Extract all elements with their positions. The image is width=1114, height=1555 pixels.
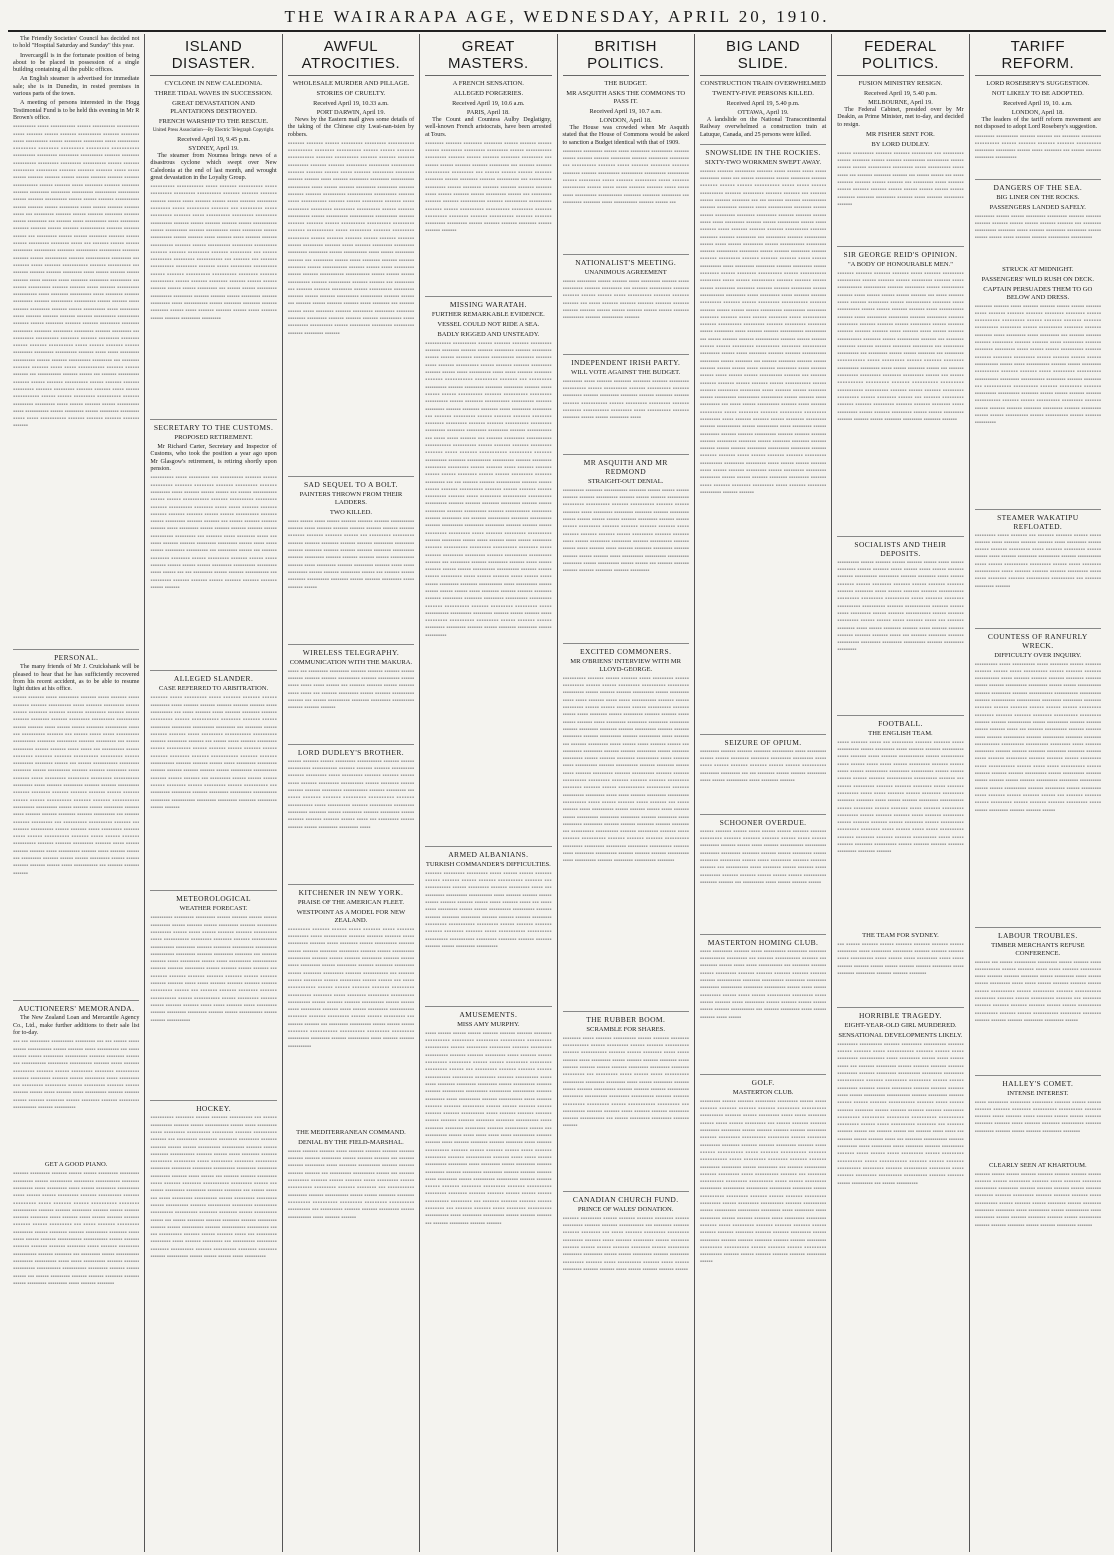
dateline-place: LONDON, April 18. — [599, 116, 652, 124]
column-headline: BIG LAND SLIDE. — [700, 38, 826, 76]
body-text-filler: ▪▪▪▪▪▪ ▪▪▪▪▪▪▪▪▪ ▪▪▪▪▪▪▪ ▪▪▪▪▪▪▪ ▪▪▪▪▪▪▪▪▪ ▪▪▪ ▪▪▪▪▪▪▪▪▪ ▪▪▪▪▪▪ ▪▪▪▪▪▪▪▪ ▪▪▪▪▪▪ ▪▪▪▪▪▪▪ ▪▪▪▪▪▪▪▪▪▪ ▪▪▪▪▪▪▪▪▪▪ ▪▪▪▪▪▪ ▪▪▪▪▪▪ ▪▪▪▪▪▪ ▪▪▪▪▪▪▪▪▪▪ ▪▪▪▪▪▪▪▪▪ ▪▪▪▪▪ ▪▪▪▪▪▪▪▪▪▪ ▪▪▪▪▪ ▪▪▪▪▪ ▪▪▪ ▪▪▪▪▪▪▪ ▪▪▪▪▪▪▪▪ ▪▪▪▪▪▪▪ ▪▪▪ ▪▪▪▪▪▪ ▪▪▪▪▪▪ ▪▪▪ ▪▪▪▪▪ ▪▪▪▪▪▪▪ ▪▪▪▪▪▪▪ ▪▪▪▪▪▪ ▪▪▪▪▪▪▪ ▪▪▪ ▪▪▪▪▪▪▪▪▪ ▪▪▪▪▪ ▪▪▪▪▪▪▪ ▪▪▪▪▪▪ ▪▪▪▪▪▪▪ ▪▪▪▪▪▪▪ ▪▪▪▪▪▪ ▪▪▪▪▪▪ ▪▪▪▪▪▪ ▪▪▪▪▪▪ ▪▪▪▪▪▪ ▪▪▪▪▪▪▪▪ ▪▪▪▪▪▪▪▪ ▪▪▪▪▪▪▪▪▪ ▪▪▪▪▪▪▪ ▪▪▪▪▪ ▪▪▪▪▪▪▪ ▪▪▪▪▪▪▪▪▪ ▪▪▪▪▪▪▪ — [837, 150, 964, 208]
section-subheading: PAINTERS THROWN FROM THEIR LADDERS. — [299, 490, 403, 506]
column-6 — [695, 34, 832, 1552]
dateline-place: LONDON, April 18. — [1011, 108, 1064, 116]
section-subheading: FUSION MINISTRY RESIGN. — [858, 80, 943, 87]
section-subheading: THE ENGLISH TEAM. — [868, 729, 933, 737]
section-subheading: PROPOSED RETIREMENT. — [174, 434, 253, 442]
body-text-filler: ▪▪▪▪▪▪▪▪▪ ▪▪▪▪▪ ▪▪▪▪▪▪▪ ▪▪▪▪▪▪▪▪ ▪▪▪▪▪▪▪▪ ▪▪▪▪▪▪▪ ▪▪▪▪▪▪▪▪▪ ▪▪▪▪▪▪▪▪▪▪ ▪▪▪▪▪▪ ▪▪▪▪▪▪▪▪▪▪ ▪▪▪▪▪▪▪ ▪▪▪▪▪▪▪▪▪▪ ▪▪▪▪▪▪▪ ▪▪▪▪▪▪▪▪▪ ▪▪▪▪▪▪▪ ▪▪▪▪▪▪▪▪▪ ▪▪▪▪▪▪▪▪ ▪▪▪▪▪▪▪ ▪▪▪▪▪▪▪▪ ▪▪▪▪▪▪▪ ▪▪▪▪▪▪▪ ▪▪▪▪▪▪▪▪▪▪▪ ▪▪▪▪▪▪ ▪▪▪▪▪▪▪▪▪ ▪▪▪▪▪▪▪▪▪ ▪▪▪▪▪▪▪ ▪▪▪▪▪▪▪▪ ▪▪▪▪▪▪▪▪▪▪▪ ▪▪▪▪▪▪▪▪▪ ▪▪▪▪▪ ▪▪▪▪▪▪▪▪▪▪ ▪▪▪▪▪▪▪ ▪▪▪▪▪▪▪▪ ▪▪▪▪▪▪ ▪▪▪▪▪▪ ▪▪▪▪▪▪▪▪▪ ▪▪▪▪▪ — [562, 378, 689, 422]
section-subheading: TIMBER MERCHANTS REFUSE CONFERENCE. — [991, 941, 1085, 957]
section-heading: INDEPENDENT IRISH PARTY. — [563, 354, 689, 367]
section-heading: STEAMER WAKATIPU REFLOATED. — [975, 509, 1101, 531]
section-subheading: MR O'BRIENS' INTERVIEW WITH MR LLOYD-GEORGE. — [570, 657, 682, 673]
paragraph: Mr Richard Carter, Secretary and Inspector of Customs, who took the position a year ago upon Mr Glasgow's retirement, is retiring shortly upon pension. — [150, 444, 277, 473]
section-subheading: TWO KILLED. — [329, 508, 372, 516]
body-text-filler: ▪▪▪▪▪ ▪▪▪ ▪▪▪▪▪▪▪▪▪ ▪▪▪▪▪▪▪▪▪ ▪▪▪▪▪▪▪ ▪▪▪▪▪▪▪ ▪▪▪▪▪▪▪ ▪▪▪▪▪▪ ▪▪▪▪▪▪▪ ▪▪▪▪▪▪▪ ▪▪▪▪▪▪▪ ▪▪▪▪▪▪▪▪▪▪ ▪▪▪▪▪▪▪ ▪▪▪▪▪▪▪▪▪▪ ▪▪▪▪▪▪ ▪▪▪▪▪ ▪▪▪▪▪ ▪▪▪▪▪ ▪▪▪▪▪▪ ▪▪▪ ▪▪▪▪▪▪▪ ▪▪▪▪▪▪▪ ▪▪▪▪▪▪ ▪▪▪▪▪▪▪ ▪▪▪▪▪ ▪▪▪▪▪ ▪▪▪ ▪▪▪▪▪▪▪ ▪▪▪▪▪▪▪▪▪ ▪▪▪▪▪▪ ▪▪▪▪▪▪▪ ▪▪▪▪▪▪▪▪▪▪ ▪▪▪▪▪▪▪ ▪▪▪ ▪▪▪▪▪▪ ▪▪▪▪▪▪▪▪▪▪ ▪▪▪▪▪▪▪▪ ▪▪▪▪▪▪▪▪▪ ▪▪▪▪▪▪▪▪▪▪ ▪▪▪▪▪▪▪ ▪▪▪▪▪▪▪ ▪▪▪▪▪▪▪ — [287, 668, 415, 712]
body-text-filler: ▪▪▪▪▪▪▪▪▪▪ ▪▪▪▪▪ ▪▪▪▪▪▪▪▪▪ ▪▪▪ ▪▪▪▪▪▪▪▪▪▪ ▪▪▪▪▪▪▪ ▪▪▪▪▪▪ ▪▪▪▪▪▪▪▪▪ ▪▪▪▪▪▪▪ ▪▪▪▪▪▪▪▪ ▪▪▪▪▪▪▪ ▪▪▪▪▪▪▪▪▪ ▪▪▪▪▪▪▪ ▪▪▪▪▪▪▪▪▪ ▪▪▪▪▪ ▪▪▪▪▪▪▪ ▪▪▪▪▪▪ ▪▪▪▪▪▪ ▪▪▪ ▪▪▪▪▪▪ ▪▪▪▪▪▪▪▪▪▪▪ ▪▪▪▪▪▪ ▪▪▪▪▪▪ ▪▪▪▪▪▪▪▪▪▪▪ ▪▪▪▪▪▪▪ ▪▪▪▪▪▪▪▪▪▪ ▪▪▪▪▪▪▪▪▪ ▪▪▪▪▪▪▪ ▪▪▪▪▪▪▪▪▪▪ ▪▪▪▪▪▪▪▪ ▪▪▪▪▪ ▪▪▪▪▪ ▪▪▪▪▪▪▪ ▪▪▪▪▪▪▪ ▪▪▪▪▪▪▪ ▪▪▪▪▪▪▪ ▪▪▪▪▪▪▪ ▪▪▪▪▪▪ ▪▪▪▪▪▪ ▪▪▪▪▪▪▪▪▪▪ ▪▪▪▪▪▪▪ ▪▪▪▪▪▪ ▪▪▪▪▪▪▪▪▪ ▪▪▪▪▪▪▪ ▪▪▪▪▪▪▪ ▪▪▪ ▪▪▪▪▪▪ ▪▪▪▪▪▪▪ ▪▪▪▪▪▪▪ ▪▪▪▪▪▪▪ ▪▪▪▪▪ ▪▪▪▪▪▪▪▪▪ ▪▪▪▪▪▪ ▪▪▪▪▪▪▪ ▪▪▪▪▪▪▪ ▪▪▪▪▪▪▪ ▪▪▪▪▪▪ ▪▪▪▪▪▪▪▪▪▪ ▪▪▪▪▪▪▪▪▪ ▪▪▪ ▪▪▪▪▪▪▪ ▪▪▪▪▪ ▪▪▪▪▪▪▪▪ ▪▪▪▪▪ ▪▪▪ ▪▪▪▪▪ ▪▪▪▪▪▪▪ ▪▪▪▪▪▪▪ ▪▪▪▪▪▪▪▪▪ ▪▪▪▪▪▪▪▪▪ ▪▪▪▪▪▪ ▪▪▪▪▪ ▪▪▪▪▪ ▪▪▪▪▪▪ ▪▪▪▪▪▪▪▪▪ ▪▪▪▪▪▪▪▪▪▪ ▪▪▪ ▪▪▪▪▪▪▪▪▪ ▪▪▪▪▪▪ ▪▪▪ ▪▪▪▪▪▪▪ ▪▪▪▪▪▪▪▪ ▪▪▪▪▪▪▪▪ ▪▪▪▪▪▪ ▪▪▪▪▪▪▪▪▪ ▪▪▪▪▪▪▪ ▪▪▪▪▪▪ ▪▪▪▪▪ ▪▪▪▪▪▪▪ ▪▪▪▪▪▪ ▪▪▪▪▪▪ ▪▪▪▪▪▪ ▪▪▪▪▪▪▪▪▪ ▪▪▪▪▪▪▪▪▪▪ ▪▪▪▪▪▪▪▪▪ ▪▪▪▪▪ ▪▪▪▪▪▪ ▪▪▪ ▪▪▪ ▪▪▪▪▪▪▪▪▪ ▪▪▪▪▪▪ ▪▪▪▪▪▪▪ ▪▪▪▪▪▪▪▪▪▪▪ ▪▪▪ ▪▪▪▪▪▪▪▪▪ ▪▪▪▪▪▪▪ ▪▪▪▪▪▪▪ ▪▪▪▪▪▪ ▪▪▪▪▪▪▪ ▪▪▪▪▪▪▪ ▪▪▪▪▪▪▪ ▪▪▪▪▪▪ ▪▪▪▪▪▪▪ — [150, 475, 277, 591]
body-text-filler: ▪▪▪▪▪▪▪ ▪▪▪▪▪▪▪▪▪ ▪▪▪▪▪▪▪ ▪▪▪▪▪▪ ▪▪▪▪▪▪ ▪▪▪▪▪▪▪▪▪ ▪▪▪▪▪▪▪▪▪ ▪▪▪▪▪▪▪▪▪ ▪▪▪▪▪▪ ▪▪▪▪▪▪▪▪▪▪ ▪▪▪▪▪▪▪▪▪ ▪▪▪▪▪▪▪▪▪▪▪ ▪▪▪▪▪▪▪▪ ▪▪▪▪▪▪▪▪▪ ▪▪▪▪▪ ▪▪▪▪▪▪▪▪▪ ▪▪▪▪▪ ▪▪▪▪▪▪ ▪▪▪▪▪▪▪▪▪ ▪▪▪▪▪▪▪▪▪▪ ▪▪▪▪▪ ▪▪▪▪▪▪ ▪▪▪▪▪▪ ▪▪▪▪▪▪▪▪▪ ▪▪▪▪▪▪▪ ▪▪▪▪▪▪▪▪▪▪ ▪▪▪▪▪▪▪ ▪▪▪▪▪▪▪▪▪ ▪▪▪▪▪ ▪▪▪▪▪▪▪ ▪▪▪▪▪▪ ▪▪▪▪▪▪▪▪▪▪ ▪▪▪▪▪▪▪▪ ▪▪▪▪▪▪▪▪▪▪▪ ▪▪▪▪▪▪▪ ▪▪▪▪▪▪▪ ▪▪▪▪▪▪▪▪▪ ▪▪▪▪▪▪▪ ▪▪▪▪▪▪ ▪▪▪▪▪▪▪ ▪▪▪▪▪▪▪ ▪▪▪▪▪▪▪▪ ▪▪▪▪▪ ▪▪▪▪▪▪▪ ▪▪▪▪▪ ▪▪▪▪▪▪ ▪▪▪▪▪▪▪ ▪▪▪▪▪▪▪ ▪▪▪▪▪▪▪ ▪▪▪▪▪▪ ▪▪▪▪▪▪▪▪▪ ▪▪▪ ▪▪▪▪▪ ▪▪▪▪▪▪▪ ▪▪▪▪▪▪▪▪▪ ▪▪▪▪▪▪▪▪▪ ▪▪▪▪▪▪ ▪▪▪▪▪▪▪▪ ▪▪▪▪▪▪▪ ▪▪▪▪▪▪▪▪▪▪ ▪▪▪▪▪▪▪▪ ▪▪▪▪▪ ▪▪▪▪▪ ▪▪▪▪▪▪ ▪▪▪▪▪▪▪ ▪▪▪▪▪▪▪▪▪▪▪ ▪▪▪▪▪▪▪▪▪▪▪ ▪▪▪▪▪▪ ▪▪▪▪▪▪▪ ▪▪▪▪▪▪▪ ▪▪▪▪▪▪▪ ▪▪▪▪▪▪▪ ▪▪▪▪▪▪▪▪ ▪▪▪▪▪ ▪▪▪▪▪▪▪ ▪▪▪▪▪▪▪▪▪ ▪▪▪▪▪▪▪▪▪▪▪ ▪▪▪▪▪▪▪ ▪▪▪▪▪▪▪▪ ▪▪▪ ▪▪▪▪▪▪▪▪▪ ▪▪▪▪▪▪ ▪▪▪▪▪▪▪▪▪▪▪ ▪▪▪▪▪▪▪▪▪ ▪▪▪▪▪▪▪▪▪▪ ▪▪▪▪▪ ▪▪▪▪▪ ▪▪▪▪▪▪▪▪▪▪ ▪▪▪▪▪▪▪ ▪▪▪▪▪▪▪ ▪▪▪▪▪▪▪▪▪▪ ▪▪▪▪▪▪▪▪▪▪▪ ▪▪▪▪▪▪▪▪▪▪▪ ▪▪▪▪▪▪▪▪▪ ▪▪▪▪▪▪▪ ▪▪▪▪▪▪ ▪▪▪▪▪▪ ▪▪▪ ▪▪▪▪▪▪ ▪▪▪▪▪▪▪▪▪ ▪▪▪▪▪▪▪ ▪▪▪▪▪▪▪ ▪▪▪▪▪▪▪▪ ▪▪▪▪▪▪▪ ▪▪▪▪▪▪ ▪▪▪▪▪▪▪▪▪ ▪▪▪▪▪▪▪▪▪ ▪▪▪▪▪ ▪▪▪▪▪▪▪ ▪▪▪▪▪▪▪▪ — [13, 1171, 140, 1287]
section-subheading: EIGHT-YEAR-OLD GIRL MURDERED. — [844, 1021, 957, 1029]
paragraph: The New Zealand Loan and Mercantile Agency Co., Ltd., make further additions to their sale list for to-day. — [13, 1015, 140, 1037]
paragraph: News by the Eastern mail gives some details of the taking of the Chinese city Lwai-nan-tsien by robbers. — [287, 117, 415, 138]
section-heading: MR ASQUITH AND MR REDMOND — [563, 454, 689, 476]
dateline-place: PORT DARWIN, April 19. — [316, 108, 386, 116]
column-7 — [832, 34, 969, 1552]
body-text-filler: ▪▪▪▪▪▪▪▪ ▪▪▪▪▪ ▪▪▪▪▪▪▪ ▪▪▪▪▪▪▪▪▪▪ ▪▪▪▪▪▪ ▪▪▪▪▪▪▪ ▪▪▪▪▪▪▪▪ ▪▪▪▪▪▪▪▪▪▪▪ ▪▪▪▪▪▪ ▪▪▪▪▪▪▪▪▪ ▪▪▪▪▪▪ ▪▪▪▪▪▪▪ ▪▪▪▪▪▪▪▪▪▪ ▪▪▪▪▪▪▪ ▪▪▪▪▪▪▪▪▪▪▪ ▪▪▪▪▪▪▪ ▪▪▪▪▪▪ ▪▪▪▪▪▪▪▪ ▪▪▪▪▪ ▪▪▪▪▪ ▪▪▪▪▪▪▪ ▪▪▪▪▪ ▪▪▪▪▪▪▪▪▪ ▪▪▪▪▪▪ ▪▪▪▪▪▪▪ ▪▪▪▪▪▪▪ ▪▪▪▪▪▪▪▪ ▪▪▪▪▪ ▪▪▪▪▪▪▪ ▪▪▪▪▪▪▪ ▪▪▪▪▪▪ ▪▪▪▪▪▪▪ ▪▪▪▪▪▪▪▪▪ ▪▪▪▪▪▪▪▪▪ ▪▪▪▪▪▪▪▪ ▪▪▪▪▪▪▪▪▪ ▪▪▪ ▪▪▪▪▪▪▪▪▪ ▪▪▪▪▪ ▪▪▪▪▪▪ ▪▪▪▪▪ ▪▪▪▪▪▪▪▪▪▪ ▪▪▪▪▪▪▪▪▪▪ ▪▪▪▪▪▪▪▪▪ ▪▪▪▪▪▪▪▪▪ ▪▪▪▪▪ ▪▪▪▪▪▪ ▪▪▪▪▪▪▪▪▪ ▪▪▪▪▪▪▪ ▪▪▪▪▪▪ ▪▪▪▪▪▪▪ ▪▪▪▪▪▪▪▪▪▪ ▪▪▪▪▪▪▪ ▪▪▪▪▪▪▪ ▪▪▪▪▪▪▪ ▪▪▪▪▪▪▪▪▪▪ ▪▪▪▪▪▪▪▪▪ ▪▪▪▪▪▪▪▪▪▪ ▪▪▪▪▪▪▪▪▪ ▪▪▪▪▪▪▪▪▪▪ ▪▪▪▪▪▪▪ ▪▪▪▪▪▪▪ ▪▪▪▪▪▪▪▪▪ ▪▪▪▪▪▪▪▪▪ ▪▪▪▪▪▪ ▪▪▪▪▪▪▪▪▪▪▪ ▪▪▪▪▪▪▪▪▪ ▪▪▪ ▪▪▪▪▪▪▪▪▪▪ ▪▪▪▪▪▪▪ ▪▪▪▪▪▪▪ ▪▪▪▪▪ ▪▪▪▪▪▪▪ ▪▪▪▪▪▪▪ ▪▪▪▪▪▪▪▪▪ ▪▪▪▪▪▪▪ ▪▪▪▪▪▪▪▪▪▪▪ ▪▪▪ ▪▪▪▪▪▪ ▪▪▪▪▪▪▪▪▪ ▪▪▪▪▪▪▪▪▪ ▪▪▪▪▪▪▪ ▪▪▪▪▪▪▪ — [562, 1035, 689, 1130]
section-subheading: BADLY RIGGED AND UNSTEADY. — [437, 330, 540, 338]
section-subheading: UNANIMOUS AGREEMENT — [584, 268, 667, 276]
section-subheading: MR ASQUITH ASKS THE COMMONS TO PASS IT. — [566, 90, 686, 105]
section-heading: ALLEGED SLANDER. — [150, 670, 276, 683]
section-subheading: GREAT DEVASTATION AND PLANTATIONS DESTROYED. — [170, 100, 257, 115]
section-heading: WIRELESS TELEGRAPHY. — [288, 644, 414, 657]
section-subheading: CAPTAIN PERSUADES THEM TO GO BELOW AND DRESS. — [983, 285, 1093, 301]
body-text-filler: ▪▪▪▪▪▪▪▪▪▪ ▪▪▪▪▪▪▪▪ ▪▪▪▪▪▪▪▪▪▪▪ ▪▪▪▪▪▪▪▪ ▪▪▪▪▪▪ ▪▪▪▪▪▪ ▪▪▪▪▪▪ ▪▪▪▪▪▪▪ ▪▪▪▪▪▪▪ ▪▪▪▪▪▪▪▪▪▪ ▪▪▪▪▪▪▪ ▪▪▪▪▪▪ ▪▪▪▪▪▪▪ ▪▪▪▪▪▪▪▪▪▪ ▪▪▪▪▪▪▪▪▪ ▪▪▪▪▪▪▪▪▪▪ ▪▪▪▪▪▪▪ ▪▪▪▪▪▪▪▪▪▪ ▪▪▪▪▪▪▪ ▪▪▪▪▪▪ ▪▪▪▪▪▪▪▪ ▪▪▪▪▪ ▪▪▪▪▪▪▪▪▪ ▪▪▪▪▪▪▪▪▪ ▪▪▪▪▪▪▪▪ ▪▪▪▪▪▪▪ ▪▪▪▪▪▪▪▪▪ ▪▪▪▪▪▪ ▪▪▪▪▪▪ ▪▪▪▪▪▪ ▪▪▪▪▪▪ ▪▪▪▪▪▪▪ ▪▪▪▪▪▪▪▪▪ ▪▪▪▪▪▪▪ ▪▪▪▪▪▪ ▪▪▪▪▪▪ ▪▪▪▪▪▪▪▪▪ ▪▪▪▪▪▪▪ ▪▪▪▪▪▪▪ ▪▪▪▪▪▪▪ ▪▪▪▪▪▪▪ ▪▪▪▪▪ ▪▪▪▪▪▪▪ ▪▪▪▪▪▪▪ ▪▪▪▪▪▪▪ ▪▪▪▪▪▪ ▪▪▪▪▪▪▪▪▪ ▪▪▪▪▪▪▪ ▪▪▪▪▪▪▪ ▪▪▪▪▪ ▪▪▪▪▪▪ ▪▪▪▪▪▪▪▪▪ ▪▪▪▪▪▪▪▪▪ ▪▪▪▪▪▪▪ ▪▪▪▪▪▪▪▪▪▪ ▪▪▪▪▪▪▪ ▪▪▪▪▪▪ ▪▪▪▪▪ ▪▪▪▪▪▪▪ ▪▪▪▪▪ ▪▪▪▪▪▪▪ ▪▪▪▪▪▪▪▪ ▪▪▪▪▪▪▪▪▪ ▪▪▪▪▪▪▪ ▪▪▪▪▪▪▪ ▪▪▪▪▪▪ ▪▪▪▪▪▪▪ ▪▪▪▪▪ ▪▪▪▪▪▪▪▪▪▪ ▪▪▪▪▪▪▪▪▪▪ ▪▪▪▪▪▪▪▪▪▪ ▪▪▪▪▪▪▪▪▪ ▪▪▪▪▪▪ ▪▪▪▪▪▪▪▪▪▪ ▪▪▪▪▪▪ ▪▪▪▪▪▪ ▪▪▪ ▪▪▪▪▪▪▪ ▪▪▪▪▪▪▪ ▪▪▪▪▪▪▪ ▪▪▪▪▪▪▪ ▪▪▪▪▪▪▪▪ ▪▪▪▪▪▪▪ ▪▪▪▪▪▪▪▪▪ — [562, 487, 689, 575]
wire-credit: United Press Association—By Electric Telegraph Copyright. — [152, 128, 275, 133]
section-subheading: CASE REFERRED TO ARBITRATION. — [158, 685, 269, 693]
section-subheading: NOT LIKELY TO BE ADOPTED. — [991, 90, 1084, 97]
section-subheading: DIFFICULTY OVER INQUIRY. — [994, 651, 1082, 659]
section-heading: LORD DUDLEY'S BROTHER. — [288, 744, 414, 757]
section-subheading: TURKISH COMMANDER'S DIFFICULTIES. — [425, 860, 551, 868]
body-text-filler: ▪▪▪▪▪▪▪▪ ▪▪▪▪▪▪▪ ▪▪▪▪▪▪▪▪ ▪▪▪▪▪▪▪▪ ▪▪▪▪▪▪ ▪▪▪▪▪▪▪ ▪▪▪▪▪▪ ▪▪▪▪▪▪ ▪▪▪▪▪▪▪▪▪ ▪▪▪▪▪▪▪▪▪ ▪▪▪▪▪▪▪▪▪ ▪▪▪▪▪▪ ▪▪▪▪▪▪▪▪▪▪▪ ▪▪▪▪▪▪▪▪▪ ▪▪▪▪▪▪▪ ▪▪▪▪▪▪ ▪▪▪▪▪▪▪ ▪▪▪▪▪▪▪▪ ▪▪▪▪▪▪▪▪▪ ▪▪▪ ▪▪▪▪▪▪ ▪▪▪▪▪▪ ▪▪▪▪▪▪▪ ▪▪▪▪▪▪▪ ▪▪▪▪▪▪▪▪▪ ▪▪▪ ▪▪▪▪▪▪▪ ▪▪▪▪▪▪▪ ▪▪▪▪▪▪▪▪▪▪ ▪▪▪▪▪▪▪▪▪ ▪▪▪ ▪▪▪▪▪▪ ▪▪▪▪▪▪ ▪▪▪▪▪▪ ▪▪▪▪▪▪▪ ▪▪▪▪▪▪▪▪ ▪▪▪▪▪▪ ▪▪▪▪▪▪▪▪ ▪▪▪▪▪▪▪ ▪▪▪▪▪▪▪▪▪▪ ▪▪▪ ▪▪▪▪▪▪▪▪▪▪ ▪▪▪▪▪▪▪▪▪ ▪▪▪▪▪▪ ▪▪▪▪▪▪▪▪ ▪▪▪▪▪▪▪ ▪▪▪▪▪▪▪ ▪▪▪▪▪▪▪ ▪▪▪▪▪▪▪ ▪▪▪▪▪ ▪▪▪▪▪▪ ▪▪▪▪▪▪▪ ▪▪▪▪▪▪ ▪▪▪▪▪▪▪▪▪ ▪▪▪▪▪▪ ▪▪▪ ▪▪▪▪▪▪▪▪▪ ▪▪▪▪▪▪▪ ▪▪▪▪▪▪▪ ▪▪▪▪▪▪▪▪▪▪▪ ▪▪▪▪▪▪▪ ▪▪▪▪▪▪▪▪▪▪ ▪▪▪▪▪▪▪▪▪▪ ▪▪▪▪▪▪▪ ▪▪▪▪▪▪ ▪▪▪▪▪▪▪▪▪▪ ▪▪▪▪▪▪▪▪▪▪ ▪▪▪▪▪▪▪▪▪ ▪▪▪▪▪▪▪ ▪▪▪▪▪▪▪▪▪ ▪▪▪▪▪▪▪▪ ▪▪▪▪▪▪▪ ▪▪▪▪▪▪▪▪▪▪ ▪▪▪▪▪▪▪ ▪▪▪▪▪▪▪ ▪▪▪▪▪▪▪▪▪ ▪▪▪▪▪▪▪▪▪ ▪▪▪▪▪▪ ▪▪▪▪▪▪▪ ▪▪▪▪▪▪▪ ▪▪▪▪▪▪▪▪ ▪▪▪▪▪▪ ▪▪▪▪▪▪▪ ▪▪▪▪▪▪▪ — [425, 140, 552, 235]
section-heading: KITCHENER IN NEW YORK. — [288, 884, 414, 897]
section-subheading: FRENCH WARSHIP TO THE RESCUE. — [158, 118, 269, 125]
section-subheading: STORIES OF CRUELTY. — [316, 90, 386, 97]
column-headline: ISLAND DISASTER. — [150, 38, 276, 76]
dateline: Received April 19, 5.40 p.m. — [864, 90, 937, 97]
section-heading: MISSING WARATAH. — [425, 296, 551, 309]
section-subheading: PRAISE OF THE AMERICAN FLEET. — [297, 898, 405, 906]
section-heading: SOCIALISTS AND THEIR DEPOSITS. — [837, 536, 963, 558]
section-subheading: ALLEGED FORGERIES. — [453, 90, 524, 97]
body-text-filler: ▪▪▪▪▪▪ ▪▪▪▪▪▪▪ ▪▪▪▪▪▪▪ ▪▪▪▪▪ ▪▪▪▪▪▪▪ ▪▪▪▪▪▪▪ ▪▪▪▪▪▪▪ ▪▪▪▪▪▪▪ ▪▪▪▪▪▪▪ ▪▪▪▪▪▪▪ ▪▪▪▪▪▪▪▪▪ ▪▪▪▪▪▪ ▪▪▪▪▪▪▪ ▪▪▪▪▪▪▪ ▪▪▪ ▪▪▪▪▪▪▪ ▪▪▪▪▪▪▪ ▪▪▪▪▪▪▪▪▪ ▪▪▪▪▪ ▪▪▪▪▪▪▪▪ ▪▪▪▪▪▪▪▪▪▪ ▪▪▪▪▪▪▪ ▪▪▪▪▪▪▪ ▪▪▪▪▪▪▪ ▪▪▪▪▪▪▪ ▪▪▪ ▪▪▪▪▪▪▪▪▪▪ ▪▪▪▪▪▪▪▪▪▪ ▪▪▪▪▪▪ ▪▪▪ ▪▪▪▪▪▪▪ ▪▪▪▪▪▪▪▪▪ ▪▪▪▪▪▪▪ ▪▪▪▪▪▪ ▪▪▪▪▪▪▪ ▪▪▪▪▪ ▪▪▪▪▪▪▪▪▪ ▪▪▪▪▪▪ ▪▪▪▪▪▪▪▪▪▪ ▪▪▪▪▪▪▪▪▪ ▪▪▪▪▪▪▪ ▪▪▪▪▪▪▪▪ ▪▪▪ ▪▪▪▪▪▪▪▪▪▪▪ ▪▪▪▪▪▪▪▪▪ ▪▪▪▪▪▪▪ ▪▪▪▪▪▪▪▪▪▪▪ ▪▪▪▪▪▪ ▪▪▪▪▪▪ ▪▪▪▪▪▪▪▪ ▪▪▪▪▪▪▪▪ ▪▪▪▪▪▪▪▪▪ ▪▪▪▪▪▪▪▪▪▪ ▪▪▪▪▪▪▪▪▪ ▪▪▪▪▪▪▪▪▪ ▪▪▪▪▪▪▪▪▪▪ ▪▪▪▪▪▪▪▪▪▪ ▪▪▪ ▪▪▪▪▪▪▪▪▪▪ ▪▪▪▪▪▪▪ ▪▪▪▪▪▪▪ ▪▪▪▪▪▪▪▪▪ ▪▪▪▪▪▪ ▪▪▪▪▪▪▪▪▪▪▪ ▪▪▪▪▪ ▪▪▪▪▪▪▪ ▪▪▪▪▪▪▪ — [287, 1148, 415, 1221]
paragraph: A landslide on the National Transcontinental Railway overwhelmed a construction train at Latuque, Canada, and 25 persons were killed. — [699, 117, 827, 138]
section-subheading: LORD ROSEBERY'S SUGGESTION. — [986, 80, 1090, 87]
body-text-filler: ▪▪▪▪▪ ▪▪▪▪▪▪ ▪▪▪▪▪▪ ▪▪▪▪▪▪ ▪▪▪▪▪▪▪ ▪▪▪▪▪▪▪ ▪▪▪▪▪▪▪ ▪▪▪▪▪▪▪▪ ▪▪▪▪▪▪▪▪▪▪ ▪▪▪▪▪▪▪▪▪ ▪▪▪▪▪▪▪▪▪ ▪▪▪▪▪▪▪▪▪▪ ▪▪▪▪▪▪▪▪▪▪ ▪▪▪▪▪▪▪▪▪▪ ▪▪▪▪▪▪ ▪▪▪▪▪▪▪▪▪ ▪▪▪▪▪▪▪▪▪ ▪▪▪▪▪▪▪ ▪▪▪▪▪▪▪▪▪ ▪▪▪▪▪▪▪▪▪▪ ▪▪▪▪▪▪▪ ▪▪▪▪▪▪▪ ▪▪▪▪▪▪▪▪▪ ▪▪▪▪▪ ▪▪▪▪▪▪▪ ▪▪▪▪▪▪ ▪▪▪▪▪▪▪▪▪ ▪▪▪▪▪▪▪▪▪ ▪▪▪▪▪▪ ▪▪▪▪▪▪ ▪▪▪▪▪▪▪▪▪ ▪▪▪▪▪▪▪▪▪ ▪▪▪▪▪▪▪▪▪ ▪▪▪▪▪▪ ▪▪▪ ▪▪▪▪▪▪▪▪▪ ▪▪▪▪▪▪▪ ▪▪▪▪▪▪▪ ▪▪▪▪▪▪ ▪▪▪▪▪▪▪▪▪▪▪ ▪▪▪▪▪▪▪▪▪ ▪▪▪▪▪▪▪▪▪ ▪▪▪▪▪▪▪ ▪▪▪▪▪▪▪▪▪▪ ▪▪▪▪▪ ▪▪▪▪▪ ▪▪▪▪▪▪▪▪ ▪▪▪▪▪▪▪▪▪ ▪▪▪▪▪▪▪▪▪ ▪▪▪▪▪▪ ▪▪▪▪▪▪▪▪▪▪ ▪▪▪▪▪▪▪ ▪▪▪▪▪▪▪ ▪▪▪▪▪▪▪▪▪▪ ▪▪▪▪▪▪▪▪▪▪ ▪▪▪▪▪▪▪▪▪▪ ▪▪▪▪▪▪▪▪▪▪ ▪▪▪▪▪▪▪ ▪▪▪▪▪▪▪▪▪ ▪▪▪▪▪ ▪▪▪▪▪▪▪▪▪▪ ▪▪▪▪▪▪▪ ▪▪▪▪▪▪▪▪▪▪▪ ▪▪▪▪▪ ▪▪▪▪▪▪▪ ▪▪▪▪▪▪▪ ▪▪▪▪▪▪▪ ▪▪▪▪▪▪▪▪▪ ▪▪▪▪▪▪ ▪▪▪▪▪▪ ▪▪▪▪▪▪▪ ▪▪▪▪▪▪ ▪▪▪▪▪▪▪ ▪▪▪▪▪▪▪ ▪▪▪▪▪▪▪▪▪▪ ▪▪▪▪▪ ▪▪▪▪▪▪▪ ▪▪▪▪▪▪▪ ▪▪▪▪▪▪▪ ▪▪▪▪▪▪ ▪▪▪▪▪▪▪ ▪▪▪▪▪▪▪ ▪▪▪▪▪▪▪▪ ▪▪▪▪▪▪▪▪ ▪▪▪▪▪▪▪▪▪▪ ▪▪▪▪▪ ▪▪▪▪▪▪▪▪ ▪▪▪▪▪▪▪▪ ▪▪▪▪▪▪▪▪▪ ▪▪▪▪▪▪▪ ▪▪▪▪▪▪▪▪▪▪ ▪▪▪▪▪▪ ▪▪▪ ▪▪▪▪▪▪▪▪▪▪ ▪▪▪▪▪▪ ▪▪▪▪▪ ▪▪▪▪▪ ▪▪▪▪▪ ▪▪▪▪▪ ▪▪▪▪▪▪▪▪▪▪ ▪▪▪▪▪▪▪ ▪▪▪▪▪▪▪ ▪▪▪▪▪ ▪▪▪▪▪▪▪ ▪▪▪▪▪▪▪▪ ▪▪▪▪▪▪▪ ▪▪▪▪▪▪▪▪ ▪▪▪▪▪ ▪▪▪▪▪▪▪ ▪▪▪▪▪▪▪▪▪▪ ▪▪▪▪▪▪▪ ▪▪▪▪▪▪ ▪▪▪▪▪▪▪ ▪▪▪▪▪▪ ▪▪▪▪▪ ▪▪▪▪▪▪▪ ▪▪▪▪▪▪▪▪▪ ▪▪▪▪▪▪▪ ▪▪▪▪▪▪▪▪▪▪▪ ▪▪▪▪▪▪▪ ▪▪▪▪▪ ▪▪▪▪▪ ▪▪▪▪▪▪ ▪▪▪▪▪▪▪▪▪▪ ▪▪▪▪▪▪▪▪▪ ▪▪▪▪▪ ▪▪▪▪▪▪▪▪▪ ▪▪▪▪▪▪ ▪▪▪▪▪▪▪▪▪ ▪▪▪▪▪▪▪ ▪▪▪▪▪▪▪▪▪ ▪▪▪▪▪▪▪ ▪▪▪▪▪▪▪▪▪ ▪▪▪▪▪▪▪▪▪ ▪▪▪▪▪▪▪ ▪▪▪▪▪▪▪ ▪▪▪▪▪▪▪ ▪▪▪▪▪ ▪▪▪▪▪▪▪▪▪ ▪▪▪▪▪▪ ▪▪▪▪▪▪▪▪▪▪ ▪▪▪▪▪▪▪▪▪▪ ▪▪▪▪▪▪▪ ▪▪▪▪▪▪▪ ▪▪▪▪▪▪ ▪▪▪▪▪▪▪ ▪▪▪▪▪▪▪▪ ▪▪▪▪▪▪▪▪▪ ▪▪▪▪▪▪▪ ▪▪▪▪▪▪▪▪▪▪ ▪▪▪▪▪▪▪▪▪ ▪▪▪▪▪▪▪▪ ▪▪▪▪▪▪▪ ▪▪▪▪▪▪▪ ▪▪▪▪▪▪ ▪▪▪▪▪▪ ▪▪▪▪▪▪ ▪▪▪▪▪▪▪▪▪▪ ▪▪▪▪▪▪▪▪▪ ▪▪▪ ▪▪▪▪▪▪▪ ▪▪▪▪▪▪▪ ▪▪▪▪▪▪▪ ▪▪▪▪▪▪ ▪▪▪▪▪▪▪▪ ▪▪▪ ▪▪▪▪▪▪▪ ▪▪▪▪▪▪▪ ▪▪▪▪▪ ▪▪▪▪▪▪▪▪ ▪▪▪▪▪▪▪▪▪▪ ▪▪▪▪▪▪▪▪▪▪▪ ▪▪▪▪▪ ▪▪▪▪▪▪▪▪▪ ▪▪▪▪▪▪▪▪▪▪ ▪▪▪▪▪▪ ▪▪▪▪▪▪▪ ▪▪▪▪▪▪▪ ▪▪▪ ▪▪▪▪▪▪▪ ▪▪▪▪▪▪▪▪▪ ▪▪▪▪▪▪▪ ▪▪▪▪▪▪▪ — [425, 1030, 552, 1227]
columns — [8, 34, 1106, 1552]
section-heading: AUCTIONEERS' MEMORANDA. — [13, 1000, 139, 1013]
body-text-filler: ▪▪▪▪▪▪▪ ▪▪▪ ▪▪▪▪▪▪ ▪▪▪▪▪▪▪▪▪▪ ▪▪▪▪▪▪▪▪▪ ▪▪▪▪▪▪ ▪▪▪▪▪▪▪ ▪▪▪▪▪ ▪▪▪▪▪▪▪▪▪▪▪ ▪▪▪▪▪▪ ▪▪▪▪▪▪▪ ▪▪▪▪▪ ▪▪▪▪▪ ▪▪▪▪▪▪▪ ▪▪▪▪▪▪▪▪▪ ▪▪▪▪▪ ▪▪▪▪▪▪▪ ▪▪▪▪▪▪▪ ▪▪▪▪▪▪▪▪ ▪▪▪▪▪▪ ▪▪▪▪▪▪▪▪▪ ▪▪▪▪▪ ▪▪▪▪▪▪ ▪▪▪▪▪▪ ▪▪▪▪▪▪▪▪▪ ▪▪▪▪▪ ▪▪▪▪▪ ▪▪▪▪▪▪ ▪▪▪▪▪▪▪ ▪▪▪▪▪▪▪ ▪▪▪▪▪▪ ▪▪▪▪▪▪ ▪▪▪▪▪▪▪▪▪▪ ▪▪▪▪▪▪ ▪▪▪▪▪▪▪▪▪ ▪▪▪▪▪▪▪ ▪▪▪▪▪▪▪▪▪▪▪ ▪▪▪▪▪▪▪▪▪ ▪▪▪▪▪▪▪ ▪▪▪▪▪▪ ▪▪▪▪▪▪▪▪▪▪ ▪▪▪▪▪▪▪ ▪▪▪ ▪▪▪▪▪▪▪▪ ▪▪▪▪▪▪▪ ▪▪▪▪▪▪▪ ▪▪▪▪▪▪▪ ▪▪▪▪▪▪▪ ▪▪▪▪▪▪ ▪▪▪▪▪▪ ▪▪▪▪▪▪▪▪▪▪ ▪▪▪▪▪▪▪▪▪▪ ▪▪▪▪▪▪▪ ▪▪▪▪▪▪ ▪▪▪▪▪▪▪▪▪▪▪ ▪▪▪▪▪▪▪▪▪ ▪▪▪▪▪▪▪▪ ▪▪▪▪▪▪▪ ▪▪▪▪▪▪▪ ▪▪▪▪▪▪▪ ▪▪▪▪▪▪▪▪▪ ▪▪▪▪▪▪▪▪▪ ▪▪▪▪▪▪ — [974, 959, 1101, 1024]
section-subheading: CYCLONE IN NEW CALEDONIA. — [164, 80, 263, 87]
body-text-filler: ▪▪▪▪▪▪▪▪▪ ▪▪▪▪▪▪▪▪▪ ▪▪▪▪▪▪ ▪▪▪▪▪ ▪▪▪▪▪▪▪▪▪ ▪▪▪▪▪▪▪▪▪▪ ▪▪▪▪▪▪▪ ▪▪▪▪▪▪ ▪▪▪▪▪▪▪ ▪▪▪▪▪▪▪ ▪▪▪▪▪▪▪▪▪ ▪▪▪▪▪▪▪ ▪▪▪▪▪▪▪▪▪ ▪▪▪▪▪▪▪▪▪ ▪▪▪ ▪▪▪▪▪▪▪▪▪▪ ▪▪▪▪▪▪▪ ▪▪▪▪▪ ▪▪▪▪▪▪▪ ▪▪▪▪▪▪▪▪ ▪▪▪▪▪▪▪ ▪▪▪▪▪▪▪▪ ▪▪▪▪▪▪▪ ▪▪▪▪▪▪▪▪▪▪ ▪▪▪▪▪▪▪▪▪▪ ▪▪▪▪▪▪▪▪▪▪ ▪▪▪▪▪▪▪▪▪▪ ▪▪▪▪▪▪ ▪▪▪▪▪▪▪▪▪ ▪▪▪▪▪ ▪▪▪▪▪▪▪ ▪▪▪▪▪▪▪▪▪ ▪▪▪▪▪ ▪▪▪▪▪▪▪ ▪▪▪▪▪▪▪▪▪▪ ▪▪▪▪▪▪ ▪▪▪▪▪ ▪▪▪▪▪ ▪▪▪▪▪▪▪ ▪▪▪▪▪▪▪ ▪▪▪▪▪ ▪▪▪▪▪ ▪▪▪▪▪ ▪▪▪▪▪▪▪▪▪▪ ▪▪▪▪▪▪▪▪▪▪▪ ▪▪▪▪▪▪▪▪ ▪▪▪▪▪▪▪▪ ▪▪▪▪▪▪▪▪▪ ▪▪▪ ▪▪▪▪▪▪▪▪▪ ▪▪▪▪▪▪▪▪ ▪▪▪▪▪ ▪▪▪▪▪▪▪▪▪▪▪ ▪▪▪▪▪▪▪ ▪▪▪▪▪▪ ▪▪▪ — [562, 148, 689, 206]
section-subheading: WESTPOINT AS A MODEL FOR NEW ZEALAND. — [296, 908, 406, 924]
section-heading: SAD SEQUEL TO A BOLT. — [288, 476, 414, 489]
dateline-place: MELBOURNE, April 19. — [868, 98, 933, 106]
paragraph: The steamer from Noumea brings news of a disastrous cyclone which swept over New Caledonia at the end of last month, and wrought great devastation in the Loyalty Group. — [150, 153, 277, 181]
column-5 — [558, 34, 695, 1552]
section-heading: THE RUBBER BOOM. — [563, 1011, 689, 1024]
masthead: THE WAIRARAPA AGE, WEDNESDAY, APRIL 20, 1910. — [8, 4, 1106, 32]
body-text-filler: ▪▪▪▪▪▪ ▪▪▪▪▪▪▪ ▪▪▪▪▪▪ ▪▪▪▪▪ ▪▪▪▪▪▪ ▪▪▪▪▪▪ ▪▪▪▪▪▪▪ ▪▪▪▪▪▪▪ ▪▪▪▪▪▪▪▪▪ ▪▪▪▪▪▪▪ ▪▪▪▪▪▪▪ ▪▪▪▪▪▪▪ ▪▪▪▪▪▪ ▪▪▪▪▪ ▪▪▪▪▪▪ ▪▪▪▪▪▪▪▪▪ ▪▪▪▪▪▪▪ ▪▪▪▪▪▪ ▪▪▪▪▪ ▪▪▪▪▪▪▪ ▪▪▪▪▪▪▪▪▪▪▪ ▪▪▪▪▪▪▪▪▪▪ ▪▪▪▪▪▪▪▪▪ ▪▪▪▪▪▪▪▪▪ ▪▪▪▪▪▪▪▪ ▪▪▪▪▪▪▪ ▪▪▪▪▪▪ ▪▪▪▪▪▪▪▪▪ ▪▪▪▪▪▪ ▪▪▪▪▪▪▪▪ ▪▪▪▪▪▪▪▪▪ ▪▪▪▪▪▪ ▪▪▪▪▪ ▪▪▪▪▪▪▪▪▪ ▪▪▪▪▪▪▪ ▪▪▪▪▪▪▪ ▪▪▪▪▪▪▪ ▪▪▪ ▪▪▪▪▪▪▪▪▪▪ ▪▪▪▪▪ ▪▪▪▪▪▪▪▪ ▪▪▪▪▪▪ ▪▪▪▪▪▪▪ ▪▪▪▪▪ ▪▪▪▪▪▪▪▪▪ ▪▪▪▪▪▪▪ ▪▪▪▪▪▪▪ ▪▪▪▪▪▪ ▪▪▪▪▪▪ ▪▪▪▪▪▪ ▪▪▪▪▪▪▪▪▪▪ ▪▪▪▪▪▪▪▪ ▪▪▪▪▪▪▪ ▪▪▪ ▪▪▪▪▪▪▪▪▪▪ ▪▪▪▪▪ ▪▪▪▪▪▪ ▪▪▪▪▪▪▪ ▪▪▪▪▪▪ — [699, 828, 827, 886]
body-text-filler: ▪▪▪ ▪▪▪▪▪▪ ▪▪▪▪▪▪▪ ▪▪▪▪▪▪ ▪▪▪▪▪▪▪ ▪▪▪▪▪▪▪ ▪▪▪▪▪▪▪ ▪▪▪▪▪▪ ▪▪▪▪▪▪▪▪▪ ▪▪▪▪▪ ▪▪▪▪▪▪▪▪▪ ▪▪▪▪▪▪▪▪▪ ▪▪▪▪▪▪▪ ▪▪▪▪▪▪▪ ▪▪▪▪▪▪▪ ▪▪▪▪▪ ▪▪▪▪▪▪▪▪▪▪ ▪▪▪▪▪ ▪▪▪▪▪▪ ▪▪▪▪▪ ▪▪▪▪▪▪▪▪▪ ▪▪▪▪▪ ▪▪▪▪▪ ▪▪▪▪▪▪▪ ▪▪▪▪▪▪▪ ▪▪▪▪▪▪ ▪▪▪▪▪▪ ▪▪▪▪▪▪▪ ▪▪▪▪▪▪▪ ▪▪▪▪▪▪▪▪▪ ▪▪▪▪▪ ▪▪▪▪▪▪▪▪ ▪▪▪▪▪▪▪▪▪ ▪▪▪▪▪▪▪ ▪▪▪▪▪▪▪ ▪▪▪▪▪▪▪▪ — [837, 941, 964, 978]
dateline: Received April 19, 10.7 a.m. — [589, 108, 662, 115]
section-subheading: FURTHER REMARKABLE EVIDENCE. — [431, 310, 545, 318]
paragraph: An English steamer is advertised for immediate sale; she is in Dunedin, in rested premises in various parts of the town. — [13, 76, 140, 98]
body-text-filler: ▪▪▪▪▪ ▪▪▪▪▪▪▪▪▪ ▪▪▪▪▪▪▪▪▪ ▪▪▪▪▪▪▪▪▪ ▪▪▪▪▪▪▪ ▪▪▪▪▪▪ ▪▪▪▪▪▪ ▪▪▪▪▪▪▪ ▪▪▪▪▪▪▪ ▪▪▪▪▪▪▪▪ ▪▪▪▪▪▪▪▪▪▪ ▪▪▪▪▪▪▪▪▪▪ ▪▪▪▪▪▪▪ ▪▪▪▪▪▪▪ ▪▪▪▪▪ ▪▪▪▪▪▪▪ ▪▪▪▪▪ ▪▪▪▪▪▪▪ ▪▪▪▪▪▪ ▪▪▪▪▪▪ ▪▪▪▪▪▪▪ ▪▪▪▪▪▪▪▪ ▪▪▪▪▪▪▪ ▪▪▪▪▪ ▪▪▪▪▪▪▪ ▪▪▪▪▪▪▪▪ ▪▪▪▪▪▪▪▪▪▪ ▪▪▪▪▪▪▪ ▪▪▪▪▪▪▪▪▪ ▪▪▪▪▪▪▪ ▪▪▪▪▪▪ ▪▪▪▪▪▪▪ ▪▪▪▪▪▪▪▪▪ ▪▪▪▪▪▪▪▪ — [974, 1099, 1101, 1135]
paragraph: The Federal Cabinet, presided over by Mr Deakin, as Prime Minister, met to-day, and decided to resign. — [837, 107, 964, 128]
body-text-filler: ▪▪▪▪▪▪ ▪▪▪▪▪▪▪ ▪▪▪▪▪ ▪▪▪▪▪▪▪▪▪ ▪▪▪▪▪▪▪ ▪▪▪▪▪ ▪▪▪▪▪▪▪ ▪▪▪▪▪ ▪▪▪▪▪▪▪ ▪▪▪▪▪▪▪ ▪▪▪▪▪▪▪▪▪▪ ▪▪▪▪▪ ▪▪▪▪▪▪▪ ▪▪▪▪▪▪▪▪▪ ▪▪▪▪▪▪ ▪▪▪▪▪▪ ▪▪▪▪▪▪▪▪ ▪▪▪▪▪▪▪ ▪▪▪▪▪▪▪ ▪▪▪▪▪▪▪▪▪ ▪▪▪▪▪▪▪ ▪▪▪▪▪▪ ▪▪▪▪▪▪▪ ▪▪▪▪▪▪▪▪ ▪▪▪▪▪▪▪ ▪▪▪▪▪▪▪▪▪ ▪▪▪▪▪▪▪▪▪▪ ▪▪▪▪▪▪▪▪▪▪ ▪▪▪▪▪▪ ▪▪▪▪▪▪▪ ▪▪▪▪▪ ▪▪▪▪▪▪ ▪▪▪▪▪▪ ▪▪▪▪▪▪▪▪ ▪▪▪▪▪▪▪▪▪▪ ▪▪▪▪▪ ▪▪▪ ▪▪▪▪▪▪▪▪▪▪ ▪▪▪▪▪▪▪ ▪▪▪ ▪▪▪▪▪▪ ▪▪▪▪▪ ▪▪▪▪▪ ▪▪▪▪▪▪▪▪▪▪ ▪▪▪▪▪▪▪▪▪▪ ▪▪▪▪▪▪▪▪ ▪▪▪▪▪▪▪▪▪ ▪▪▪▪▪▪▪ ▪▪▪▪▪▪▪▪▪ ▪▪▪ ▪▪▪▪▪▪ ▪▪▪▪▪▪▪▪▪ ▪▪▪▪▪▪ ▪▪▪▪▪▪▪ ▪▪▪▪▪ ▪▪▪▪▪ ▪▪▪ ▪▪▪▪▪▪▪▪▪▪ ▪▪▪▪▪▪ ▪▪▪▪▪▪▪▪ ▪▪▪▪▪▪▪ ▪▪▪▪▪▪▪ ▪▪▪▪▪▪▪▪▪▪ ▪▪▪▪▪▪▪▪▪ ▪▪▪▪▪▪ ▪▪▪▪▪▪▪▪▪ ▪▪▪▪▪▪▪▪ ▪▪▪▪▪▪ ▪▪▪ ▪▪▪▪▪▪ ▪▪▪▪▪▪▪▪▪▪▪ ▪▪▪▪▪▪▪▪▪ ▪▪▪▪▪▪▪▪ ▪▪▪▪▪▪ ▪▪▪▪▪▪▪▪▪▪ ▪▪▪▪▪▪▪ ▪▪▪▪▪▪▪ ▪▪▪▪▪▪▪▪▪ ▪▪▪▪▪ ▪▪▪▪▪▪▪ ▪▪▪▪▪ ▪▪▪▪▪▪▪▪▪ ▪▪▪▪▪▪▪▪▪ ▪▪▪▪▪▪▪▪▪ ▪▪▪▪▪▪▪▪▪▪▪ ▪▪▪▪▪▪▪▪▪ ▪▪▪▪▪ ▪▪▪▪▪▪▪ ▪▪▪▪▪▪▪▪▪ ▪▪▪▪▪▪▪ ▪▪▪▪▪▪▪ ▪▪▪▪▪▪▪▪▪▪ ▪▪▪▪▪▪▪ ▪▪▪▪▪▪▪▪ ▪▪▪▪▪▪▪ ▪▪▪▪▪▪▪ ▪▪▪▪▪▪▪ ▪▪▪▪▪▪ ▪▪▪▪▪▪▪ ▪▪▪▪▪▪ ▪▪▪▪▪▪ ▪▪▪▪▪▪▪▪▪▪ ▪▪▪▪▪▪▪ ▪▪▪▪▪▪▪ ▪▪▪▪▪▪▪▪▪▪▪ ▪▪▪▪▪▪▪▪▪▪ ▪▪▪▪▪▪▪▪▪▪ ▪▪▪▪▪▪ ▪▪▪▪▪▪▪ ▪▪▪▪▪▪ ▪▪▪▪▪▪▪▪▪ ▪▪▪▪▪▪▪ ▪▪▪▪▪ ▪▪▪▪▪▪▪ ▪▪▪▪▪▪▪ ▪▪▪▪▪▪▪▪ ▪▪▪▪▪▪▪ ▪▪▪▪▪▪▪▪▪▪ ▪▪▪ ▪▪▪▪▪▪▪ ▪▪▪▪▪▪▪ ▪▪▪▪▪▪▪▪▪ ▪▪▪ ▪▪▪▪▪▪▪▪▪▪ ▪▪▪▪▪▪▪▪▪▪ ▪▪▪▪▪▪▪ ▪▪▪ ▪▪▪▪▪▪▪ ▪▪▪▪▪▪▪▪▪▪ ▪▪▪▪▪▪ ▪▪▪▪▪▪▪ ▪▪▪▪▪ ▪▪▪▪▪▪▪▪▪ ▪▪▪▪▪▪▪ ▪▪▪▪▪ ▪▪▪▪▪▪ ▪▪▪▪▪▪▪▪▪▪ ▪▪▪▪▪▪▪ ▪▪▪▪▪ ▪▪▪▪▪▪ ▪▪▪▪▪▪▪ ▪▪▪▪▪▪▪▪▪▪ ▪▪▪▪▪▪▪ ▪▪▪▪▪▪▪ ▪▪▪▪▪▪▪▪▪ ▪▪▪▪▪▪▪ ▪▪▪▪▪ ▪▪▪▪▪▪ ▪▪▪▪▪▪▪ ▪▪▪▪▪▪▪ ▪▪▪▪▪ ▪▪▪▪▪▪▪▪▪▪ ▪▪▪▪▪▪▪ ▪▪▪▪▪ ▪▪▪▪▪▪▪ ▪▪▪▪▪▪ ▪▪▪ ▪▪▪▪▪▪▪▪▪ ▪▪▪▪▪▪▪ ▪▪▪▪▪▪ ▪▪▪▪▪▪ ▪▪▪▪▪▪▪▪▪ ▪▪▪▪▪▪ ▪▪▪▪▪▪ ▪▪▪▪▪▪▪ ▪▪▪▪▪▪▪ ▪▪▪▪▪▪ ▪▪▪▪▪ ▪▪▪▪▪▪▪▪▪▪▪ ▪▪▪ ▪▪▪▪▪▪▪ ▪▪▪▪▪▪▪ ▪▪▪▪▪▪▪ — [13, 695, 140, 877]
column-headline: GREAT MASTERS. — [425, 38, 551, 76]
paragraph: The many friends of Mr J. Cruickshank will be pleased to hear that he has sufficiently recovered from his recent accident, as to be able to resume light duties at his office. — [13, 664, 140, 693]
body-text-filler: ▪▪▪▪▪▪▪▪▪▪▪ ▪▪▪▪▪▪▪▪▪▪ ▪▪▪▪▪▪ ▪▪▪▪▪▪▪ ▪▪▪▪▪▪▪ ▪▪▪▪▪▪▪▪▪ ▪▪▪▪▪▪▪ ▪▪▪▪▪▪▪▪ ▪▪▪▪▪▪▪ ▪▪▪▪▪▪▪ ▪▪▪▪▪▪▪▪▪ ▪▪▪▪▪▪▪ ▪▪▪▪▪▪▪▪▪ ▪▪▪▪▪▪ ▪▪▪▪▪▪ ▪▪▪▪▪▪▪ ▪▪▪▪▪▪▪ ▪▪▪▪▪▪▪▪▪▪ ▪▪▪▪▪▪▪▪ ▪▪▪▪▪▪▪ ▪▪▪▪▪ ▪▪▪▪▪▪▪ ▪▪▪▪▪▪▪▪▪▪ ▪▪▪▪▪▪ ▪▪▪▪▪▪▪ ▪▪▪▪▪▪▪ ▪▪▪▪▪▪▪▪▪ ▪▪▪▪▪▪▪ ▪▪▪▪▪▪ ▪▪▪▪▪ ▪▪▪▪▪▪▪▪▪▪ ▪▪▪▪▪ ▪▪▪▪▪ ▪▪▪▪▪▪▪ ▪▪▪▪▪▪▪▪ ▪▪▪▪▪▪▪ ▪▪▪▪▪▪▪▪▪▪▪ ▪▪▪▪▪▪▪▪▪ ▪▪▪▪▪▪▪ ▪▪▪ ▪▪▪▪▪▪▪▪▪ ▪▪▪▪▪▪▪▪▪▪ ▪▪▪▪▪▪▪ ▪▪▪▪▪▪▪▪▪ ▪▪▪▪▪▪▪▪ ▪▪▪▪▪▪▪▪▪ ▪▪▪▪▪▪▪ ▪▪▪▪▪ ▪▪▪▪▪▪ ▪▪▪▪▪▪ ▪▪▪▪▪▪▪▪▪▪ ▪▪▪▪▪▪▪ ▪▪▪▪▪▪▪▪▪▪ ▪▪▪▪▪▪▪▪▪ ▪▪▪▪▪▪▪▪▪▪ ▪▪▪▪▪▪ ▪▪▪▪▪▪▪▪ ▪▪▪▪▪▪▪▪▪▪▪ ▪▪▪▪▪▪▪▪▪▪ ▪▪▪▪▪▪▪ ▪▪▪▪▪▪▪▪▪ ▪▪▪▪▪▪▪ ▪▪▪▪▪▪▪▪ ▪▪▪▪▪▪▪▪ ▪▪▪▪▪ ▪▪▪▪▪▪▪▪▪ ▪▪▪▪▪▪▪▪▪ ▪▪▪ ▪▪▪▪▪▪▪ ▪▪▪▪▪▪▪▪▪ ▪▪▪▪▪▪ ▪▪▪▪▪▪▪ ▪▪▪▪▪▪▪ ▪▪▪▪▪▪▪▪ ▪▪▪▪▪▪▪▪ ▪▪▪▪▪▪▪▪▪ ▪▪▪▪▪▪▪ ▪▪▪▪▪▪▪ ▪▪▪▪▪▪▪▪▪▪ ▪▪▪▪▪▪▪▪▪ ▪▪▪▪▪▪▪▪▪ ▪▪▪▪▪▪▪▪ ▪▪▪▪▪▪▪▪▪ ▪▪▪▪▪▪▪▪▪ ▪▪▪▪▪▪▪ ▪▪▪▪▪▪▪▪▪▪▪ ▪▪▪ ▪▪▪▪▪ ▪▪▪▪▪ ▪▪▪▪▪▪▪ ▪▪▪ ▪▪▪▪▪▪▪ ▪▪▪▪▪▪▪▪▪ ▪▪▪▪▪▪▪▪▪▪▪ ▪▪▪▪▪▪▪▪▪▪▪ ▪▪▪▪▪▪▪▪▪▪ ▪▪▪▪▪▪ ▪▪▪▪▪▪▪ ▪▪▪▪▪▪▪ ▪▪▪▪▪▪▪▪▪ ▪▪▪▪▪▪▪ ▪▪▪▪▪ ▪▪▪▪▪▪▪ ▪▪▪▪▪▪▪▪▪▪▪ ▪▪▪▪▪▪▪▪▪ ▪▪▪▪▪▪▪ ▪▪▪▪▪▪▪▪▪▪ ▪▪▪▪▪▪▪▪ ▪▪▪▪▪▪▪▪▪▪▪ ▪▪▪▪▪▪▪▪▪▪ ▪▪▪▪▪▪▪ ▪▪▪▪▪▪▪▪▪ ▪▪▪▪▪▪▪▪▪ ▪▪▪▪▪▪▪▪▪ ▪▪▪▪▪▪ ▪▪▪▪▪▪▪ ▪▪▪▪▪ ▪▪▪▪▪▪▪ ▪▪▪▪▪▪▪ ▪▪▪▪▪▪ ▪▪▪▪▪▪ ▪▪▪▪▪▪▪▪ ▪▪▪▪▪▪ ▪▪▪▪▪▪ ▪▪▪▪▪▪▪▪▪ ▪▪▪▪▪▪▪ ▪▪▪▪▪▪▪▪▪ ▪▪▪ ▪▪▪ ▪▪▪▪▪▪▪ ▪▪▪▪▪▪▪ ▪▪▪▪▪▪▪▪▪▪▪ ▪▪▪▪▪▪▪ ▪▪▪▪▪▪ ▪▪▪▪▪▪ ▪▪▪▪▪▪▪ ▪▪▪▪▪▪▪▪▪▪ ▪▪▪▪▪▪▪ ▪▪▪▪▪▪ ▪▪▪▪▪▪▪ ▪▪▪▪▪▪ ▪▪▪▪▪▪▪▪▪ ▪▪▪▪▪▪▪ ▪▪▪▪▪ ▪▪▪▪▪▪▪▪▪ ▪▪▪▪▪▪▪▪▪▪ ▪▪▪▪▪▪▪▪▪▪ ▪▪▪▪▪▪▪▪▪▪ ▪▪▪▪▪▪▪ ▪▪▪▪▪▪▪ ▪▪▪▪▪▪▪▪ ▪▪▪▪▪▪▪▪▪ ▪▪▪▪▪▪▪ ▪▪▪▪▪▪ ▪▪▪▪▪▪▪▪▪ ▪▪▪▪▪▪▪ ▪▪▪▪▪▪▪▪▪▪ ▪▪▪▪▪▪▪ ▪▪▪▪▪▪▪▪▪▪▪ ▪▪▪▪▪▪▪▪▪ ▪▪▪▪▪▪▪ ▪▪▪▪▪▪▪▪▪ ▪▪▪ ▪▪▪▪▪▪▪ ▪▪▪▪▪▪▪▪▪▪ ▪▪▪▪▪▪▪▪ ▪▪▪▪▪▪▪▪▪▪ ▪▪▪▪▪▪▪ ▪▪▪▪▪▪▪▪▪▪ ▪▪▪▪▪▪▪▪▪ ▪▪▪▪▪▪▪▪▪ ▪▪▪▪▪▪▪ ▪▪▪▪▪▪▪ ▪▪▪▪▪▪ ▪▪▪▪▪▪▪▪▪ ▪▪▪▪▪▪▪▪▪ ▪▪▪▪▪ ▪▪▪▪▪▪▪ ▪▪▪▪▪▪▪▪▪ ▪▪▪▪▪▪▪▪▪▪ ▪▪▪▪▪▪▪ ▪▪▪▪▪▪▪▪▪ ▪▪▪▪▪▪ ▪▪▪▪▪ ▪▪▪▪▪▪▪ ▪▪▪▪▪ ▪▪▪▪▪▪ ▪▪▪▪▪▪▪▪▪ ▪▪▪▪▪▪▪ ▪▪▪▪▪▪▪▪▪▪ ▪▪▪▪▪▪▪▪▪ ▪▪▪▪▪▪▪▪▪▪ ▪▪▪▪▪▪▪▪ ▪▪▪▪▪ ▪▪▪▪▪▪▪ ▪▪▪▪▪▪▪▪▪ ▪▪▪▪▪▪▪▪▪ ▪▪▪▪▪▪▪ ▪▪▪▪▪▪▪▪▪▪ ▪▪▪▪▪▪▪▪▪▪ ▪▪▪▪▪▪▪ ▪▪▪ ▪▪▪▪▪▪▪▪▪ ▪▪▪▪▪▪▪ ▪▪▪▪▪▪▪▪▪ ▪▪▪▪▪▪▪ ▪▪▪▪▪ ▪▪▪▪▪▪ ▪▪▪▪▪▪▪ ▪▪▪▪▪▪ ▪▪▪▪▪▪ ▪▪▪▪▪▪▪▪▪▪ ▪▪▪▪▪▪▪▪▪▪ ▪▪▪▪▪▪▪ ▪▪▪▪▪▪ ▪▪▪▪▪▪ ▪▪▪▪▪▪▪▪▪ ▪▪▪▪▪ ▪▪▪▪▪▪ ▪▪▪▪▪▪▪ ▪▪▪▪▪ ▪▪▪▪▪▪ ▪▪▪▪▪ ▪▪▪▪▪▪ ▪▪▪▪▪▪▪▪▪ ▪▪▪▪▪▪▪▪ ▪▪▪▪▪▪▪▪▪▪▪ ▪▪▪▪▪ ▪▪▪▪▪▪▪▪▪▪ ▪▪▪▪▪▪ ▪▪▪▪▪▪ ▪▪▪▪▪▪ ▪▪▪▪▪▪ ▪▪▪▪▪ ▪▪▪▪▪▪▪▪ ▪▪▪▪▪▪▪ ▪▪▪▪▪▪▪ ▪▪▪▪▪▪▪▪ ▪▪▪▪▪▪▪ ▪▪▪▪▪▪▪▪▪ ▪▪▪▪▪▪▪▪ ▪▪▪▪▪▪▪▪▪ ▪▪▪▪▪▪▪▪▪▪ ▪▪▪▪▪▪▪▪▪▪ ▪▪▪▪▪▪▪ ▪▪▪▪▪▪▪▪▪▪ ▪▪▪▪▪▪▪ ▪▪▪▪▪▪▪▪▪ ▪▪▪▪▪▪▪▪▪ ▪▪▪▪▪ ▪▪▪▪▪▪▪▪▪▪▪ ▪▪▪▪▪▪▪▪▪▪ ▪▪▪▪▪▪▪▪▪ ▪▪▪▪▪▪▪ ▪▪▪▪▪▪ ▪▪▪▪▪▪▪ ▪▪▪▪▪ ▪▪▪▪▪▪▪▪▪ ▪▪▪▪▪▪▪▪▪▪ ▪▪▪▪▪▪▪▪▪ ▪▪▪▪▪▪ ▪▪▪▪▪▪▪ ▪▪▪▪▪▪ ▪▪▪▪▪▪▪▪▪ ▪▪▪▪▪▪▪▪▪ ▪▪▪▪▪▪▪ ▪▪▪▪▪▪ ▪▪▪▪▪▪▪▪ ▪▪▪▪▪▪▪▪▪ ▪▪▪▪▪▪ ▪▪▪▪▪▪▪▪▪▪ — [425, 340, 552, 639]
section-subheading: MASTERTON CLUB. — [732, 1088, 794, 1096]
body-text-filler: ▪▪▪▪▪ ▪▪▪▪▪▪▪ ▪▪▪▪▪ ▪▪▪ ▪▪▪▪▪▪▪▪▪ ▪▪▪▪▪▪▪ ▪▪▪▪▪▪▪ ▪▪▪▪▪ ▪▪▪▪▪▪▪▪▪▪ ▪▪▪▪▪▪ ▪▪▪▪▪▪▪▪▪ ▪▪▪▪▪ ▪▪▪▪▪▪▪ ▪▪▪▪▪▪▪ ▪▪▪▪▪▪▪▪▪▪ ▪▪▪▪▪ ▪▪▪▪▪▪▪ ▪▪▪▪▪ ▪▪▪▪▪▪▪ ▪▪▪▪▪▪▪▪▪▪▪ ▪▪▪▪▪▪ ▪▪▪▪▪▪▪▪▪▪ ▪▪▪▪▪ ▪▪▪▪▪▪ ▪▪▪▪▪ ▪▪▪▪▪ ▪▪▪▪▪▪ ▪▪▪▪▪▪▪▪▪ ▪▪▪▪▪▪▪ ▪▪▪▪▪▪ ▪▪▪▪▪ ▪▪▪▪▪▪ ▪▪▪▪▪▪▪▪▪▪ ▪▪▪▪▪▪▪▪▪ ▪▪▪▪▪▪▪▪▪▪ ▪▪▪▪▪▪ ▪▪▪▪▪▪ ▪▪▪▪▪▪ ▪▪▪▪▪▪ ▪▪▪▪▪▪▪ ▪▪▪▪▪▪▪▪▪▪▪ ▪▪▪▪▪▪▪▪▪▪ ▪▪▪▪▪▪▪ ▪▪▪ ▪▪▪▪▪▪ ▪▪▪▪▪▪▪▪▪ ▪▪▪▪▪▪▪ ▪▪▪▪▪▪▪ ▪▪▪▪▪▪▪▪ ▪▪▪▪▪ ▪▪▪▪▪▪▪ ▪▪▪▪▪▪▪▪▪ ▪▪▪▪▪ ▪▪▪▪▪ ▪▪▪▪▪▪▪ ▪▪▪▪▪▪ ▪▪▪▪▪▪▪▪ ▪▪▪▪▪▪▪▪▪ ▪▪▪▪▪▪▪▪ ▪▪▪▪▪▪▪▪ ▪▪▪▪▪ ▪▪▪▪▪▪ ▪▪▪▪▪▪▪ ▪▪▪▪▪▪▪▪▪ ▪▪▪▪▪▪▪▪▪▪▪ ▪▪▪▪▪▪ ▪▪▪▪▪▪▪▪ ▪▪▪▪▪▪ ▪▪▪▪▪▪▪ ▪▪▪▪▪ ▪▪▪▪▪▪▪ ▪▪▪▪▪▪▪▪▪ ▪▪▪▪▪▪▪▪▪ ▪▪▪▪▪▪ ▪▪▪▪▪▪▪ ▪▪▪▪▪▪▪ ▪▪▪▪▪ ▪▪▪▪▪▪▪ ▪▪▪▪▪▪▪▪▪ ▪▪▪▪▪▪ ▪▪▪▪▪▪▪ ▪▪▪▪▪▪▪ ▪▪▪▪▪▪ ▪▪▪▪▪▪▪▪ ▪▪▪▪▪▪ ▪▪▪▪▪▪▪▪▪▪ ▪▪▪▪▪▪▪▪▪ ▪▪▪▪▪▪▪▪ ▪▪▪▪▪ ▪▪▪▪▪▪ ▪▪▪▪▪ ▪▪▪▪▪ ▪▪▪▪▪▪▪▪▪▪ ▪▪▪▪▪▪▪ ▪▪▪▪▪▪▪▪ ▪▪▪▪▪▪▪ ▪▪▪▪▪▪▪ ▪▪▪▪▪▪▪▪▪▪ ▪▪▪▪▪ ▪▪▪▪▪ ▪▪▪▪▪▪▪ ▪▪▪▪▪▪▪▪ ▪▪▪▪▪▪▪▪▪▪ ▪▪▪▪▪▪ ▪▪▪▪▪▪▪ ▪▪▪▪▪▪▪ ▪▪▪▪▪▪▪ ▪▪▪▪▪▪▪▪▪ ▪▪▪▪▪▪▪▪ ▪▪▪▪▪▪▪ — [837, 739, 964, 856]
dateline-place: SYDNEY, April 19. — [188, 144, 239, 152]
section-subheading: TWENTY-FIVE PERSONS KILLED. — [712, 90, 814, 97]
section-heading: ARMED ALBANIANS. — [425, 846, 551, 859]
section-subheading: WEATHER FORECAST. — [179, 905, 248, 913]
section-subheading: THE TEAM FOR SYDNEY. — [862, 931, 939, 939]
section-subheading: DENIAL BY THE FIELD-MARSHAL. — [298, 1138, 404, 1146]
section-subheading: BY LORD DUDLEY. — [871, 140, 930, 148]
section-heading: METEOROLOGICAL — [150, 890, 276, 903]
section-subheading: STRUCK AT MIDNIGHT. — [1002, 265, 1074, 273]
body-text-filler: ▪▪▪ ▪▪▪ ▪▪▪▪▪▪▪▪▪ ▪▪▪▪▪▪▪▪▪▪ ▪▪▪▪▪▪▪▪▪ ▪▪▪ ▪▪▪ ▪▪▪▪▪▪ ▪▪▪▪▪ ▪▪▪▪▪▪ ▪▪▪▪▪▪▪▪▪▪▪ ▪▪▪▪▪▪ ▪▪▪▪▪▪▪ ▪▪▪▪▪ ▪▪▪▪▪▪▪▪▪▪ ▪▪▪ ▪▪▪▪▪ ▪▪▪▪▪▪ ▪▪▪▪▪▪ ▪▪▪▪▪▪▪▪▪ ▪▪▪▪▪▪▪▪▪▪ ▪▪▪▪▪▪▪ ▪▪▪▪▪▪▪▪ ▪▪▪▪▪▪ ▪▪▪ ▪▪▪▪▪▪▪▪▪▪▪ ▪▪▪▪▪▪▪▪▪ ▪▪▪▪▪▪▪▪▪▪ ▪▪▪▪▪▪▪ ▪▪▪▪▪ ▪▪▪▪▪▪▪ ▪▪▪▪▪▪▪▪▪ ▪▪▪▪▪▪▪ ▪▪▪▪▪▪ ▪▪▪▪▪▪▪▪▪ ▪▪▪▪▪▪▪▪ ▪▪▪▪▪▪▪▪▪▪ ▪▪▪▪▪▪▪ ▪▪▪▪▪▪▪▪▪ ▪▪▪▪▪▪▪ ▪▪▪▪▪▪ ▪▪▪▪▪▪▪▪▪ ▪▪▪▪▪ ▪▪▪▪▪▪▪▪▪ ▪▪▪ ▪▪▪▪▪▪▪▪▪ ▪▪▪▪▪▪▪▪▪ ▪▪▪▪▪▪ ▪▪▪▪▪▪▪▪▪ ▪▪▪▪▪▪▪ ▪▪▪▪▪▪ ▪▪▪▪▪▪▪ ▪▪▪▪▪▪ ▪▪▪▪▪ ▪▪▪▪▪▪▪ ▪▪▪▪▪ ▪▪▪▪▪▪▪▪▪▪ ▪▪▪▪▪▪▪ ▪▪▪▪▪▪▪ ▪▪▪▪▪▪ ▪▪▪▪▪▪▪ ▪▪▪▪▪▪▪▪ ▪▪▪▪▪▪ ▪▪▪▪▪▪▪▪ ▪▪▪▪▪▪▪ ▪▪▪▪▪▪▪▪▪ ▪▪▪▪▪▪▪▪▪▪▪ ▪▪▪▪▪▪▪ ▪▪▪▪▪▪▪▪▪▪ — [13, 1039, 140, 1112]
section-heading: SEIZURE OF OPIUM. — [700, 734, 826, 747]
body-text-filler: ▪▪▪▪▪▪▪▪▪ ▪▪▪▪▪▪ ▪▪▪▪▪▪▪ ▪▪▪▪▪▪▪▪▪ ▪▪▪▪▪▪▪▪▪ ▪▪▪▪▪▪ ▪▪▪▪▪ ▪▪▪▪▪▪▪ ▪▪▪▪▪▪▪ ▪▪▪▪▪▪▪ ▪▪▪▪▪▪▪ ▪▪▪▪▪▪▪▪▪ ▪▪▪▪▪▪▪▪▪▪ ▪▪▪▪▪▪▪▪▪▪ ▪▪▪▪▪▪▪ ▪▪▪▪▪▪ ▪▪▪▪▪▪▪▪▪ ▪▪▪▪▪ ▪▪▪▪▪ ▪▪▪▪▪▪▪▪ ▪▪▪▪▪▪ ▪▪▪▪▪ ▪▪▪▪▪▪ ▪▪▪▪▪▪▪▪▪ ▪▪▪ ▪▪▪▪▪▪ ▪▪▪▪▪▪▪ ▪▪▪▪▪▪▪ ▪▪▪▪▪▪▪▪▪ ▪▪▪▪▪▪▪▪▪ ▪▪▪▪▪▪ ▪▪▪▪▪▪▪ ▪▪▪▪▪▪▪ ▪▪▪▪▪▪▪ ▪▪▪▪▪▪▪▪▪ ▪▪▪▪▪▪▪ ▪▪▪▪▪▪▪▪▪ ▪▪▪▪▪▪▪▪▪▪ ▪▪▪▪▪▪▪▪▪ ▪▪▪▪▪▪ ▪▪▪▪▪▪▪▪ ▪▪▪▪▪▪▪▪▪ ▪▪▪▪▪▪▪▪ ▪▪▪▪▪▪▪ ▪▪▪▪▪▪▪ ▪▪▪▪▪▪▪▪▪ ▪▪▪▪▪▪▪ ▪▪▪▪▪ ▪▪▪▪▪▪ ▪▪▪▪▪▪▪▪▪▪ ▪▪▪▪▪ ▪▪▪▪▪▪▪ ▪▪▪▪▪▪▪▪▪▪ ▪▪▪▪▪▪▪ ▪▪▪▪▪▪▪▪▪▪▪ ▪▪▪▪▪ ▪▪▪▪▪▪▪▪▪ ▪▪▪▪▪▪▪▪ ▪▪▪▪▪▪▪ ▪▪▪▪▪▪▪ ▪▪▪▪▪▪▪▪▪ ▪▪▪▪▪▪▪▪▪ ▪▪▪▪▪▪ ▪▪▪▪▪▪▪▪▪ ▪▪▪ ▪▪▪▪▪▪▪ ▪▪▪▪▪▪▪▪▪▪ ▪▪▪▪▪▪▪ ▪▪▪▪▪▪▪▪▪ ▪▪▪▪▪ ▪▪▪▪▪▪▪▪▪▪ ▪▪▪▪▪▪▪ ▪▪▪ ▪▪▪▪▪▪▪▪ ▪▪▪▪▪▪▪▪▪▪ ▪▪▪▪▪▪▪▪▪ ▪▪▪▪▪▪▪▪▪▪ ▪▪▪▪▪ ▪▪▪▪▪▪ ▪▪▪▪▪▪▪▪▪ ▪▪▪▪▪▪▪▪▪▪ ▪▪▪▪▪▪▪▪▪▪ ▪▪▪▪▪▪▪▪▪▪ ▪▪▪▪▪▪▪▪▪▪ ▪▪▪▪▪▪▪▪▪ ▪▪▪▪▪▪ ▪▪▪▪▪▪▪▪▪▪ ▪▪▪▪▪▪▪▪▪ ▪▪▪▪▪▪▪ ▪▪▪▪▪▪ ▪▪▪▪▪▪▪ ▪▪▪▪▪▪▪▪▪ ▪▪▪▪▪▪▪▪▪ ▪▪▪▪▪▪ ▪▪▪▪▪▪▪▪▪ ▪▪▪▪▪▪▪▪▪▪ ▪▪▪▪▪▪▪ ▪▪▪▪▪▪▪▪▪▪ ▪▪▪▪▪▪ ▪▪▪▪▪▪▪▪▪▪ ▪▪▪▪▪▪▪▪▪▪ ▪▪▪▪▪▪▪▪▪ ▪▪▪▪▪ ▪▪▪▪▪▪▪▪▪ ▪▪▪▪▪ ▪▪▪▪▪▪▪▪▪ ▪▪▪▪▪▪ ▪▪▪▪▪▪▪ ▪▪▪▪▪▪▪ ▪▪▪▪▪ ▪▪▪▪▪▪▪▪▪ ▪▪▪▪▪▪▪▪▪ ▪▪▪▪▪▪▪ ▪▪▪▪▪ ▪▪▪▪▪▪▪▪▪ ▪▪▪▪▪▪▪ ▪▪▪▪▪▪▪ ▪▪▪▪▪▪▪ ▪▪▪▪▪▪ ▪▪▪▪▪▪▪ ▪▪▪▪▪▪▪ ▪▪▪▪▪▪▪▪ ▪▪▪▪▪▪▪ ▪▪▪▪▪▪▪ ▪▪▪▪▪▪▪▪▪ ▪▪▪▪▪▪ ▪▪▪▪▪▪▪▪▪ ▪▪▪▪▪▪▪ ▪▪▪▪▪▪▪ ▪▪▪▪▪▪▪▪ ▪▪▪▪▪▪▪ ▪▪▪▪▪▪▪ ▪▪▪▪▪▪▪▪▪ ▪▪▪▪▪▪▪▪▪ ▪▪▪▪▪▪▪▪▪▪ ▪▪▪▪▪▪ ▪▪▪▪▪▪▪ ▪▪▪▪▪▪ ▪▪▪▪▪▪▪▪▪ ▪▪▪▪▪▪▪▪▪▪ ▪▪▪▪▪▪▪ ▪▪▪▪▪▪ ▪▪▪▪▪▪▪ ▪▪▪▪▪▪▪ ▪▪▪▪▪▪▪ ▪▪▪▪▪▪▪▪▪ ▪▪▪▪▪▪ — [699, 1098, 827, 1266]
section-heading: NATIONALIST'S MEETING. — [563, 254, 689, 267]
section-subheading: CLEARLY SEEN AT KHARTOUM. — [988, 1161, 1087, 1169]
section-heading: COUNTESS OF RANFURLY WRECK. — [975, 628, 1101, 650]
column-2 — [145, 34, 282, 1552]
section-subheading: COMMUNICATION WITH THE MAKURA. — [289, 658, 413, 666]
body-text-filler: ▪▪▪▪▪▪▪▪▪ ▪▪▪▪▪▪▪▪▪▪ ▪▪▪▪▪▪▪ ▪▪▪▪▪▪▪ ▪▪▪ ▪▪▪▪▪▪▪▪ ▪▪▪▪▪▪▪▪▪ ▪▪▪▪▪▪▪▪▪▪ ▪▪▪▪▪▪ ▪▪▪▪▪▪▪ ▪▪▪▪▪▪▪ ▪▪▪▪▪▪▪ ▪▪▪▪▪▪▪▪▪▪ ▪▪▪▪▪▪▪▪▪ ▪▪▪▪▪▪▪▪▪ ▪▪▪▪▪▪ ▪▪▪▪▪ ▪▪▪▪▪▪▪▪ ▪▪▪ ▪▪▪▪▪▪ ▪▪▪▪▪▪▪ ▪▪▪▪▪▪▪▪▪ ▪▪▪▪▪▪▪▪▪▪ — [974, 133, 1101, 162]
section-heading: SCHOONER OVERDUE. — [700, 814, 826, 827]
section-heading: CANADIAN CHURCH FUND. — [563, 1191, 689, 1204]
paragraph: The Count and Countess Aulby Deglatigny, well-known French aristocrats, have been arrested at Tours. — [425, 117, 552, 138]
section-subheading: STRAIGHT-OUT DENIAL. — [587, 477, 664, 485]
body-text-filler: ▪▪▪▪▪▪▪ ▪▪▪▪▪▪ ▪▪▪▪▪▪ ▪▪▪▪▪▪▪ ▪▪▪▪▪▪▪ ▪▪▪▪▪▪▪ ▪▪▪▪▪▪▪ ▪▪▪▪▪▪ ▪▪▪▪▪▪▪ ▪▪▪▪▪▪ ▪▪▪▪▪▪▪▪▪ ▪▪▪▪▪▪▪ ▪▪▪▪▪ ▪▪▪▪▪▪▪ ▪▪▪▪▪▪▪▪ ▪▪▪▪▪▪▪▪▪▪ ▪▪▪▪▪▪▪▪▪ ▪▪▪▪▪▪▪ ▪▪▪▪▪▪▪ ▪▪▪▪▪▪▪ ▪▪▪▪▪▪ ▪▪▪▪▪▪▪ ▪▪▪▪▪▪▪▪ ▪▪▪▪▪▪▪ ▪▪▪▪▪▪▪▪▪ ▪▪▪▪▪▪▪ ▪▪▪▪▪▪▪ ▪▪▪▪▪▪▪ ▪▪▪▪▪ ▪▪▪▪▪▪▪▪▪▪ ▪▪▪▪▪▪ ▪▪▪▪▪▪▪ ▪▪▪▪▪▪ ▪▪▪▪▪▪▪▪ ▪▪▪▪▪▪ ▪▪▪▪▪▪▪▪ ▪▪▪▪▪▪▪▪▪ ▪▪▪▪▪▪▪▪▪ ▪▪▪▪▪ ▪▪▪▪▪▪▪▪▪▪ ▪▪▪▪▪▪ ▪▪▪▪▪▪▪▪▪▪▪ ▪▪▪▪▪ ▪▪▪▪▪▪▪▪▪ ▪▪▪▪▪▪ ▪▪▪▪▪▪▪ ▪▪▪▪▪▪▪▪ ▪▪▪▪▪▪▪ ▪▪▪▪▪▪ ▪▪▪▪▪▪▪▪▪▪ ▪▪▪▪▪▪▪ ▪▪▪▪▪▪▪ ▪▪▪▪▪▪▪▪ ▪▪▪▪▪▪ ▪▪▪▪▪▪▪ ▪▪▪▪▪▪▪▪▪ ▪▪▪▪▪▪▪ — [974, 1171, 1101, 1229]
section-subheading: "A BODY OF HONOURABLE MEN." — [847, 260, 953, 268]
body-text-filler: ▪▪▪▪▪▪▪▪▪▪ ▪▪▪▪▪▪ ▪▪▪▪▪▪▪ ▪▪▪▪▪▪ ▪▪▪▪▪▪▪ ▪▪▪▪▪▪ ▪▪▪▪▪ ▪▪▪▪▪▪ ▪▪▪▪▪▪▪▪ ▪▪▪▪▪▪ ▪▪▪▪▪▪▪ ▪▪▪▪▪ ▪▪▪▪▪▪ ▪▪▪▪▪ ▪▪▪▪▪▪ ▪▪▪▪▪▪▪ ▪▪▪▪▪▪▪ ▪▪▪▪▪▪▪▪▪▪ ▪▪▪▪▪▪▪▪▪ ▪▪▪▪▪▪▪ ▪▪▪▪▪▪▪▪ ▪▪▪▪▪ ▪▪▪▪▪▪ ▪▪▪▪▪▪▪ ▪▪▪▪▪▪ ▪▪▪▪▪▪▪▪ ▪▪▪▪▪▪▪ ▪▪▪▪▪▪ ▪▪▪▪▪▪▪ ▪▪▪▪▪▪▪ ▪▪▪▪▪▪▪ ▪▪▪▪▪▪▪▪ ▪▪▪▪▪ ▪▪▪▪▪▪ ▪▪▪▪▪▪▪ ▪▪▪▪▪▪▪ ▪▪▪▪▪▪▪▪▪▪▪ ▪▪▪▪▪▪▪▪▪ ▪▪▪▪▪▪▪▪▪ ▪▪▪▪▪▪▪▪▪▪ ▪▪▪▪▪ ▪▪▪▪▪▪▪ ▪▪▪▪▪▪▪▪ ▪▪▪▪▪▪▪▪▪▪ ▪▪▪▪▪▪▪▪▪▪ ▪▪▪▪▪▪▪ ▪▪▪▪▪▪▪▪▪▪▪ ▪▪▪▪▪▪▪ ▪▪▪▪▪▪ ▪▪▪▪▪ ▪▪▪▪▪▪▪▪▪ ▪▪▪▪▪▪ ▪▪▪▪▪▪▪ ▪▪▪▪▪▪▪▪▪▪▪ ▪▪▪▪▪▪ ▪▪▪▪▪▪▪ ▪▪▪▪▪▪▪▪▪ ▪▪▪▪▪▪ ▪▪▪▪▪▪ ▪▪▪▪▪ ▪▪▪▪▪▪▪ ▪▪▪▪▪ ▪▪▪ ▪▪▪▪▪▪▪ ▪▪▪▪▪▪▪▪ ▪▪▪▪▪ ▪▪▪▪▪▪ ▪▪▪▪▪▪▪▪ ▪▪▪▪▪▪▪ ▪▪▪▪▪ ▪▪▪▪▪▪▪ ▪▪▪▪▪▪▪ ▪▪▪▪▪▪▪ ▪▪▪▪▪▪▪ ▪▪▪▪▪▪▪ ▪▪▪▪▪ ▪▪▪ ▪▪▪▪▪▪▪ ▪▪▪▪▪▪▪▪ ▪▪▪▪▪▪▪ ▪▪▪▪▪▪▪▪▪▪ ▪▪▪▪▪▪▪▪▪ ▪▪▪▪▪▪▪▪▪ ▪▪▪▪▪▪▪▪▪▪ ▪▪▪▪▪▪▪ ▪▪▪▪▪▪▪▪▪ ▪▪▪▪▪▪▪▪▪ — [837, 559, 964, 654]
body-text-filler: ▪▪▪▪▪ ▪▪▪▪▪▪ ▪▪▪▪▪ ▪▪▪▪▪▪ ▪▪▪▪▪▪▪ ▪▪▪▪▪▪▪ ▪▪▪▪▪▪▪ ▪▪▪▪▪▪▪▪▪▪▪ ▪▪▪▪▪▪▪ ▪▪▪▪▪ ▪▪▪▪▪▪▪ ▪▪▪▪▪▪▪ ▪▪▪▪▪▪▪ ▪▪▪▪▪▪▪ ▪▪▪▪▪▪▪ ▪▪▪▪▪▪▪ ▪▪▪▪▪▪▪ ▪▪▪▪▪▪▪ ▪▪▪▪▪▪▪ ▪▪▪▪▪▪ ▪▪▪ ▪▪▪▪▪▪▪▪▪ ▪▪▪▪▪▪▪▪▪ ▪▪▪▪▪▪▪ ▪▪▪▪▪▪▪ ▪▪▪▪▪▪▪▪ ▪▪▪▪▪▪▪ ▪▪▪▪▪▪▪ ▪▪▪▪▪▪▪▪▪ ▪▪▪▪▪▪▪▪▪ ▪▪▪▪▪▪▪ ▪▪▪▪▪▪▪▪ ▪▪▪▪▪▪▪ ▪▪▪▪▪▪▪ ▪▪▪▪▪▪▪ ▪▪▪▪▪▪▪▪ ▪▪▪▪▪▪▪▪▪▪ ▪▪▪▪▪▪▪ ▪▪▪▪▪▪▪▪▪ ▪▪▪▪▪▪▪ ▪▪▪▪▪▪▪ ▪▪▪▪▪▪▪ ▪▪▪▪▪▪ ▪▪▪▪▪▪▪▪▪▪▪ ▪▪▪▪▪▪▪ ▪▪▪▪▪ ▪▪▪▪▪▪▪▪▪ ▪▪▪▪▪▪▪ ▪▪▪▪▪▪▪▪▪ ▪▪▪▪▪▪▪ ▪▪▪▪▪ ▪▪▪▪▪ ▪▪▪▪▪▪▪▪▪ ▪▪▪▪▪▪ ▪▪▪▪▪▪▪ ▪▪▪▪▪▪▪▪▪ ▪▪▪▪▪▪ ▪▪▪ ▪▪▪▪▪▪▪ ▪▪▪▪▪▪ ▪▪▪▪▪▪▪▪ ▪▪▪▪▪▪▪▪▪▪ ▪▪▪▪▪▪▪▪ ▪▪▪▪▪▪ ▪▪▪▪▪▪▪ ▪▪▪▪▪▪▪▪▪ ▪▪▪▪▪ ▪▪▪▪▪▪▪ ▪▪▪▪▪▪ — [287, 518, 415, 591]
dateline-place: OTTAWA, April 19. — [737, 108, 789, 116]
section-heading: HOCKEY. — [150, 1100, 276, 1113]
body-text-filler: ▪▪▪▪▪▪▪ ▪▪▪▪▪▪▪▪▪ ▪▪▪▪▪▪▪▪▪ ▪▪▪▪▪ ▪▪▪▪▪▪ ▪▪▪▪▪▪ ▪▪▪▪▪▪▪ ▪▪▪▪▪▪ ▪▪▪▪▪▪▪ ▪▪▪▪▪▪ ▪▪▪▪▪▪▪ ▪▪▪▪▪▪▪▪▪▪ ▪▪▪▪▪▪▪ ▪▪▪ ▪▪▪▪▪▪▪▪▪▪▪ ▪▪▪▪▪▪ ▪▪▪▪▪▪▪▪▪ ▪▪▪▪▪▪▪ ▪▪▪▪▪▪▪▪▪ ▪▪▪▪▪ ▪▪▪ ▪▪▪▪▪▪▪▪▪ ▪▪▪▪▪▪▪▪▪▪ ▪▪▪▪▪▪▪▪▪▪▪ ▪▪▪▪▪ ▪▪▪▪▪▪▪ ▪▪▪▪▪▪▪ ▪▪▪▪▪▪ ▪▪▪▪▪▪ ▪▪▪▪▪▪▪ ▪▪▪▪▪▪▪ ▪▪▪▪▪▪ ▪▪▪▪▪ ▪▪▪▪▪▪▪ ▪▪▪▪▪ ▪▪▪ ▪▪▪▪▪ ▪▪▪▪▪ ▪▪▪▪▪▪▪▪▪ ▪▪▪▪▪▪ ▪▪▪▪▪▪ ▪▪▪▪▪▪▪▪▪▪ ▪▪▪▪▪▪▪▪▪▪ ▪▪▪▪▪▪▪ ▪▪▪▪▪▪▪ ▪▪▪▪▪▪▪▪ ▪▪▪▪▪▪▪▪▪ ▪▪▪▪▪▪▪ ▪▪▪▪▪▪▪ ▪▪▪▪▪▪▪ ▪▪▪▪▪▪▪▪▪ ▪▪▪▪▪▪▪▪▪ ▪▪▪▪▪▪▪▪▪▪▪ ▪▪▪▪▪▪▪▪▪ ▪▪▪▪▪▪ ▪▪▪▪▪▪▪ ▪▪▪▪▪▪▪ ▪▪▪▪▪▪▪ ▪▪▪▪▪▪▪▪ ▪▪▪▪▪▪▪ ▪▪▪▪▪ ▪▪▪▪▪▪▪▪▪▪▪ ▪▪▪▪▪▪▪▪▪▪ ▪▪▪▪▪▪▪▪▪▪ ▪▪▪▪▪▪▪▪▪▪▪ ▪▪▪▪▪▪▪▪▪ ▪▪▪▪▪▪▪▪ ▪▪▪▪▪▪▪ ▪▪▪▪▪▪▪ ▪▪▪▪▪▪▪ ▪▪▪▪▪▪ ▪▪▪▪▪▪▪▪▪ ▪▪▪▪▪▪▪▪▪▪ — [425, 870, 552, 950]
body-text-filler: ▪▪▪▪▪▪ ▪▪▪▪▪▪▪ ▪▪▪▪▪▪ ▪▪▪▪▪▪▪▪▪ ▪▪▪▪▪▪▪▪▪▪▪ ▪▪▪▪▪▪▪ ▪▪▪▪▪▪ ▪▪▪▪▪▪▪▪▪▪ ▪▪▪▪▪▪▪▪▪▪▪ ▪▪▪▪▪▪▪ ▪▪▪▪▪▪▪ ▪▪▪▪▪▪▪ ▪▪▪▪▪▪▪▪▪▪ ▪▪▪▪▪▪▪ ▪▪▪▪▪▪▪▪▪ ▪▪▪▪▪ ▪▪▪▪▪▪▪▪▪ ▪▪▪▪▪▪▪ ▪▪▪▪▪▪▪ ▪▪▪▪▪▪ ▪▪▪▪▪ ▪▪▪▪▪▪▪ ▪▪▪▪▪▪▪▪▪ ▪▪▪▪▪▪▪▪▪▪ ▪▪▪▪▪▪ ▪▪▪▪▪▪▪▪ ▪▪▪▪▪▪ ▪▪▪▪▪▪▪ ▪▪▪▪▪▪▪ ▪▪▪▪▪▪▪▪▪ ▪▪▪▪▪▪▪▪▪▪▪ ▪▪▪▪▪▪▪ ▪▪▪▪▪▪▪▪▪ ▪▪▪ ▪▪▪▪▪ ▪▪▪▪▪▪▪ ▪▪▪▪▪▪▪ ▪▪▪▪▪▪▪▪▪ ▪▪▪▪▪▪▪▪▪▪ ▪▪▪▪▪▪▪ ▪▪▪▪▪▪▪▪▪▪▪ ▪▪▪▪▪ ▪▪▪▪▪▪▪▪▪▪ ▪▪▪▪▪▪▪ ▪▪▪▪▪▪▪▪▪▪ ▪▪▪▪▪▪▪▪▪ ▪▪▪▪▪▪▪▪▪ ▪▪▪▪▪▪▪▪ ▪▪▪▪▪▪ ▪▪▪▪▪▪▪▪▪ ▪▪▪▪▪▪▪ ▪▪▪▪▪▪▪▪▪ ▪▪▪▪▪▪ ▪▪▪▪▪▪▪ ▪▪▪▪▪▪▪ ▪▪▪▪▪▪▪ ▪▪▪▪▪▪ ▪▪▪▪▪ ▪▪▪ ▪▪▪▪▪▪▪▪▪ ▪▪▪▪▪▪ ▪▪▪▪▪▪▪ ▪▪▪▪▪▪ ▪▪▪▪▪▪▪▪▪ ▪▪▪▪▪▪▪▪▪ ▪▪▪▪▪ — [287, 758, 415, 831]
section-heading: AMUSEMENTS. — [425, 1006, 551, 1019]
section-subheading: INTENSE INTEREST. — [1007, 1089, 1069, 1097]
column-1 — [8, 34, 145, 1552]
column-3 — [283, 34, 420, 1552]
section-heading: PERSONAL. — [13, 649, 139, 662]
section-subheading: BIG LINER ON THE ROCKS. — [996, 193, 1080, 201]
paragraph: The Friendly Societies' Council has decided not to hold "Hospital Saturday and Sunday" this year. — [13, 36, 140, 50]
column-headline: TARIFF REFORM. — [975, 38, 1101, 76]
section-subheading: WILL VOTE AGAINST THE BUDGET. — [571, 368, 681, 376]
body-text-filler: ▪▪▪▪▪▪▪▪▪ ▪▪▪▪▪▪ ▪▪▪▪▪▪ ▪▪▪▪▪▪▪▪▪ ▪▪▪▪▪▪▪▪▪ ▪▪▪▪▪▪▪ ▪▪▪▪▪▪▪ ▪▪▪▪▪▪▪ ▪▪▪▪▪▪▪ ▪▪▪▪▪▪ ▪▪▪▪▪▪ ▪▪▪▪▪▪▪ ▪▪▪▪▪▪▪ ▪▪▪ ▪▪▪▪▪▪▪▪ ▪▪▪▪▪▪▪▪▪▪ ▪▪▪▪▪▪▪▪ ▪▪▪▪▪ ▪▪▪▪▪▪▪ ▪▪▪▪▪▪▪▪▪ ▪▪▪▪▪▪▪▪▪ ▪▪▪▪▪▪ ▪▪▪▪▪▪ ▪▪▪▪▪▪ ▪▪▪▪▪ ▪▪▪▪▪▪▪ ▪▪▪▪▪▪▪ ▪▪▪▪▪▪▪▪▪▪ ▪▪▪▪▪▪▪▪▪▪ — [974, 213, 1101, 242]
body-text-filler: ▪▪▪▪▪▪▪▪▪ ▪▪▪▪▪ ▪▪▪▪▪▪▪ ▪▪▪ ▪▪▪▪▪▪▪ ▪▪▪▪▪▪▪ ▪▪▪▪▪▪ ▪▪▪▪▪ ▪▪▪▪▪▪▪ ▪▪▪▪▪ ▪▪▪▪▪▪▪ ▪▪▪▪▪▪▪ ▪▪▪▪▪▪▪ ▪▪▪▪▪ ▪▪▪▪▪▪▪▪▪ ▪▪▪▪▪▪ ▪▪▪▪▪▪ ▪▪▪▪▪▪▪ ▪▪▪▪▪▪▪▪▪ ▪▪▪▪▪ ▪▪▪▪▪▪▪ ▪▪▪▪▪▪▪▪▪ ▪▪▪▪▪▪ ▪▪▪▪▪▪ ▪▪▪▪▪ ▪▪▪▪▪▪▪ ▪▪▪▪▪▪▪▪▪ ▪▪▪▪▪▪▪▪▪▪ ▪▪▪▪▪▪▪ ▪▪▪▪▪▪▪▪▪▪▪ ▪▪▪▪▪ ▪▪▪▪▪▪ ▪▪▪▪▪▪▪▪▪▪ ▪▪▪▪▪▪▪▪▪ ▪▪▪▪▪▪ ▪▪▪▪▪ ▪▪▪▪▪▪▪▪ ▪▪▪▪▪▪▪▪▪▪▪ ▪▪▪▪▪ ▪▪▪▪▪▪▪ ▪▪▪▪▪▪▪ ▪▪▪▪▪▪▪ ▪▪▪▪▪▪▪▪▪ ▪▪▪▪▪ ▪▪▪▪▪ ▪▪▪▪▪▪▪▪ ▪▪▪▪▪▪▪ ▪▪▪▪▪▪▪▪▪▪ ▪▪▪▪▪▪▪▪▪▪ ▪▪▪ ▪▪▪▪▪▪▪ ▪▪▪▪▪▪▪▪▪ ▪▪▪▪▪▪▪ — [974, 532, 1101, 590]
section-heading: MASTERTON HOMING CLUB. — [700, 934, 826, 947]
section-subheading: PASSENGERS LANDED SAFELY. — [989, 203, 1086, 211]
section-heading: HALLEY'S COMET. — [975, 1075, 1101, 1088]
body-text-filler: ▪▪▪▪▪▪▪ ▪▪▪▪▪▪▪ ▪▪▪▪▪▪▪ ▪▪▪▪▪▪▪ ▪▪▪▪▪ ▪▪▪▪▪▪▪ ▪▪▪▪▪▪▪▪▪ ▪▪▪▪▪▪▪▪▪▪ ▪▪▪▪▪▪ ▪▪▪▪▪▪▪ ▪▪▪▪▪▪ ▪▪▪▪▪▪▪▪▪ ▪▪▪▪▪▪▪ ▪▪▪▪▪ ▪▪▪▪▪▪▪▪▪▪▪ ▪▪▪▪▪▪▪▪▪▪ ▪▪▪▪▪▪▪ ▪▪▪▪▪▪▪▪▪ ▪▪▪▪▪▪ ▪▪▪▪▪▪▪▪▪▪ ▪▪▪▪▪▪▪ ▪▪▪▪▪ ▪▪▪▪▪▪ ▪▪▪▪▪▪ ▪▪▪▪▪▪ ▪▪▪▪▪▪▪ ▪▪▪ ▪▪▪▪▪ ▪▪▪▪▪▪▪ ▪▪▪▪▪ ▪▪▪▪▪▪▪ ▪▪▪▪▪▪▪▪▪ ▪▪▪▪▪▪ ▪▪▪▪▪▪▪▪▪▪▪ ▪▪▪▪▪▪▪▪ ▪▪▪▪▪ ▪▪▪▪▪▪▪▪▪▪ ▪▪▪▪▪▪ ▪▪▪▪▪▪ ▪▪▪▪▪▪▪ ▪▪▪▪▪▪▪ ▪▪▪▪▪ ▪▪▪▪▪▪▪▪▪▪▪ ▪▪▪▪▪▪▪ ▪▪▪▪▪ ▪▪▪▪▪▪▪▪▪ ▪▪▪▪▪▪▪▪▪ ▪▪▪▪▪▪▪ ▪▪▪▪▪▪▪▪▪ ▪▪▪▪▪▪▪ ▪▪▪▪▪▪▪▪▪ ▪▪▪▪▪▪▪ ▪▪▪▪▪▪▪ ▪▪▪▪▪▪ ▪▪▪▪▪▪▪▪▪ ▪▪▪▪▪▪ ▪▪▪▪▪▪▪ ▪▪▪▪▪▪▪ ▪▪▪▪▪▪▪ ▪▪▪▪▪▪▪ ▪▪▪▪▪ ▪▪▪▪▪▪▪ ▪▪▪▪▪ ▪▪▪▪▪▪ ▪▪▪▪▪▪▪ ▪▪▪▪▪▪▪▪▪▪▪ ▪▪▪▪▪▪▪▪ ▪▪▪▪▪▪ ▪▪▪▪▪▪▪▪▪▪ ▪▪▪▪▪▪▪ ▪▪▪ ▪▪▪▪▪▪▪▪ ▪▪▪▪▪▪▪▪ ▪▪▪▪▪▪▪ ▪▪▪▪▪▪▪ ▪▪▪▪▪▪▪▪ ▪▪▪▪▪▪▪▪▪ ▪▪▪ ▪▪▪▪▪▪▪▪▪ ▪▪▪▪▪▪▪▪▪▪ ▪▪▪ ▪▪▪▪▪▪▪▪▪ ▪▪▪▪▪▪ ▪▪▪▪▪▪ ▪▪▪▪▪▪▪▪ ▪▪▪ ▪▪▪▪▪▪▪▪▪ ▪▪▪▪▪▪▪▪▪▪▪ ▪▪▪▪▪ ▪▪▪▪▪▪▪▪▪ ▪▪▪▪▪▪ ▪▪▪▪▪▪▪ ▪▪▪▪▪▪▪▪ ▪▪▪▪▪▪▪▪▪▪ ▪▪▪▪▪▪▪▪▪ ▪▪▪▪▪ ▪▪▪▪▪▪ ▪▪▪▪▪▪▪▪ ▪▪▪▪▪▪ ▪▪▪ ▪▪▪▪▪▪▪ ▪▪▪▪▪▪▪▪▪ ▪▪▪▪▪▪▪▪▪ ▪▪▪▪▪▪▪▪ ▪▪▪▪▪▪▪▪▪ ▪▪▪▪▪▪ ▪▪▪ ▪▪▪▪▪▪ ▪▪▪▪▪▪▪▪▪▪ ▪▪▪▪▪▪▪▪▪ ▪▪▪▪▪▪▪ ▪▪▪▪▪▪▪▪▪▪ ▪▪▪▪▪▪▪▪▪ ▪▪▪▪▪▪▪▪▪▪▪ ▪▪▪▪▪▪▪▪▪▪ ▪▪▪▪▪▪▪ ▪▪▪▪▪▪ ▪▪▪▪▪▪▪ ▪▪▪▪▪▪▪▪▪ ▪▪▪▪▪▪▪▪▪ ▪▪▪▪▪▪ ▪▪▪▪▪▪▪▪ ▪▪▪▪▪▪ ▪▪▪ ▪▪▪▪▪▪▪ ▪▪▪▪▪▪▪▪▪ ▪▪▪▪▪▪▪ ▪▪▪▪▪▪▪ ▪▪▪▪▪▪▪▪▪ ▪▪▪▪▪▪▪ ▪▪▪▪▪▪▪ ▪▪▪▪▪▪▪▪ ▪▪▪▪▪ ▪▪▪▪▪▪▪▪▪ ▪▪▪▪▪▪ ▪▪▪▪▪▪▪ ▪▪▪▪▪▪▪▪▪ ▪▪▪▪▪▪ ▪▪▪▪▪▪ ▪▪▪▪▪▪▪▪▪ ▪▪▪▪▪▪▪ ▪▪▪▪▪▪▪ ▪▪▪▪▪▪ ▪▪▪▪▪▪▪▪ ▪▪▪▪▪▪▪▪▪ ▪▪▪▪▪▪▪▪ ▪▪▪▪▪▪▪ — [837, 270, 964, 423]
paragraph: Invercargill is in the fortunate position of being about to be placed in possession of a single building containing all the public offices. — [13, 52, 140, 74]
body-text-filler: ▪▪▪▪▪▪▪▪▪ ▪▪▪▪▪▪▪▪▪▪ ▪▪▪▪▪▪▪ ▪▪▪▪▪▪▪▪▪ ▪▪▪▪▪▪▪▪▪▪ ▪▪▪▪▪▪▪ ▪▪▪▪▪▪ ▪▪▪▪▪▪▪ ▪▪▪▪▪ ▪▪▪▪▪▪▪▪▪▪▪ ▪▪▪▪▪▪▪ ▪▪▪▪▪▪ ▪▪▪▪▪ ▪▪▪▪▪▪▪▪▪ ▪▪▪▪▪▪▪▪▪▪▪ ▪▪▪▪▪ ▪▪▪▪▪▪▪▪▪ ▪▪▪▪▪▪ ▪▪▪▪▪ ▪▪▪▪▪▪ ▪▪▪▪▪ ▪▪▪ ▪▪▪▪▪▪▪ ▪▪▪▪▪▪▪▪▪ ▪▪▪▪▪▪ ▪▪▪▪▪▪▪ ▪▪▪▪▪▪▪ ▪▪▪▪▪▪▪ ▪▪▪▪▪▪▪▪▪ ▪▪▪▪▪▪▪ ▪▪▪▪▪▪▪▪▪ ▪▪▪▪▪▪▪▪▪▪ ▪▪▪▪▪▪▪▪▪ ▪▪▪▪▪▪▪▪▪ ▪▪▪▪▪▪▪▪▪▪▪ ▪▪▪▪▪▪▪ ▪▪▪▪▪▪▪▪▪ ▪▪▪▪▪▪▪▪▪ ▪▪▪▪▪▪ ▪▪▪▪▪▪ ▪▪▪▪▪▪▪▪▪ ▪▪▪▪▪▪▪ ▪▪▪▪▪▪ ▪▪▪▪▪▪▪▪▪ ▪▪▪▪▪▪▪ ▪▪▪▪▪▪▪ ▪▪▪▪▪▪▪ ▪▪▪▪▪ ▪▪▪▪▪▪ ▪▪▪▪▪▪▪▪▪▪ ▪▪▪▪▪▪▪▪▪▪▪ ▪▪▪▪▪▪▪ ▪▪▪▪▪▪▪▪▪ ▪▪▪▪▪▪▪ ▪▪▪▪▪▪ ▪▪▪▪▪▪ ▪▪▪▪▪▪▪ ▪▪▪▪▪▪▪▪▪▪▪ ▪▪▪▪▪▪▪ ▪▪▪▪▪ ▪▪▪▪▪▪ ▪▪▪▪▪▪▪ ▪▪▪▪▪▪▪▪ ▪▪▪▪▪▪ ▪▪▪▪▪▪▪ ▪▪▪▪▪▪▪ ▪▪▪▪▪▪▪ ▪▪▪▪▪▪▪▪▪ ▪▪▪▪▪▪▪▪▪ ▪▪▪▪▪▪▪▪▪ ▪▪▪▪▪▪▪▪▪ ▪▪▪▪▪▪▪▪▪▪ ▪▪▪▪▪▪▪▪▪▪ ▪▪▪▪▪▪▪▪▪ ▪▪▪▪▪▪ ▪▪▪▪▪ ▪▪▪▪▪▪▪▪▪▪ ▪▪▪▪▪▪▪▪ ▪▪▪ ▪▪▪▪▪▪▪ ▪▪▪▪▪▪▪ ▪▪▪▪▪▪ ▪▪▪ ▪▪▪▪▪▪▪ ▪▪▪▪▪▪ ▪▪▪ ▪▪▪▪▪▪▪ ▪▪▪▪▪ ▪▪▪▪▪ ▪▪▪ ▪▪▪▪▪▪▪ ▪▪▪▪▪▪ ▪▪▪▪▪▪▪ ▪▪▪▪▪ ▪▪▪ ▪▪▪▪▪▪▪▪ ▪▪▪▪▪▪▪▪▪▪▪ ▪▪▪▪▪▪▪ ▪▪▪▪▪▪▪▪▪ ▪▪▪▪▪ ▪▪▪▪▪▪▪▪▪ ▪▪▪▪▪ ▪▪▪▪▪▪▪▪ ▪▪▪▪▪▪▪ ▪▪▪▪▪▪▪▪▪▪ ▪▪▪▪▪▪▪ ▪▪▪▪▪ ▪▪▪▪▪▪ ▪▪▪▪▪ ▪▪▪▪▪▪▪▪▪ ▪▪▪▪▪▪ ▪▪▪▪▪▪▪▪▪ ▪▪▪▪▪▪▪▪▪▪ ▪▪▪▪▪ ▪▪▪▪▪▪▪▪▪▪▪ ▪▪▪▪▪▪▪ ▪▪▪▪▪▪ ▪▪▪▪▪▪▪ ▪▪▪▪▪▪▪▪▪▪ ▪▪▪▪▪▪▪▪▪ ▪▪▪▪▪▪▪ ▪▪▪▪▪▪▪▪▪▪ ▪▪▪▪▪▪▪▪▪ ▪▪▪▪▪ ▪▪▪▪▪▪▪ ▪▪▪▪▪▪▪▪▪ ▪▪▪▪▪▪▪▪▪▪ ▪▪▪▪▪▪▪▪▪▪ ▪▪▪▪▪▪▪ ▪▪▪▪▪▪▪ ▪▪▪▪▪▪ ▪▪▪▪▪▪▪▪▪▪ ▪▪▪ ▪▪▪▪▪▪ ▪▪▪▪▪▪▪▪▪▪ — [837, 1041, 964, 1187]
paragraph: The leaders of the tariff reform movement are not disposed to adopt Lord Rosebery's suggestion. — [974, 117, 1101, 131]
section-subheading: SIXTY-TWO WORKMEN SWEPT AWAY. — [705, 158, 822, 166]
section-heading: SNOWSLIDE IN THE ROCKIES. — [700, 144, 826, 157]
section-subheading: PASSENGERS' WILD RUSH ON DECK. — [981, 275, 1094, 283]
body-text-filler: ▪▪▪▪▪▪▪▪▪ ▪▪▪▪▪▪▪ ▪▪▪▪▪▪▪ ▪▪▪▪▪▪▪▪ ▪▪▪▪▪▪▪▪▪▪ ▪▪▪▪▪ ▪▪▪▪▪▪▪▪▪ ▪▪▪▪▪▪ ▪▪▪▪▪▪ ▪▪▪▪▪▪▪▪ ▪▪▪▪▪▪▪▪ ▪▪▪▪▪▪▪▪▪ ▪▪▪▪▪▪▪▪▪ ▪▪▪▪▪ ▪▪▪▪▪ ▪▪▪▪▪▪ ▪▪▪▪▪▪▪ ▪▪▪▪▪▪▪ ▪▪▪▪▪▪ ▪▪▪▪▪▪ ▪▪▪▪▪▪▪▪▪▪ ▪▪▪▪▪▪▪▪▪ ▪▪▪▪▪▪▪▪▪ ▪▪▪ ▪▪▪ ▪▪▪▪▪▪▪▪ ▪▪▪▪▪▪ ▪▪▪▪▪▪▪ ▪▪▪▪▪▪▪▪▪ ▪▪▪▪▪ ▪▪▪▪▪▪ ▪▪▪▪▪▪▪▪▪▪ ▪▪▪▪▪ ▪▪▪▪▪▪▪▪ ▪▪▪▪▪▪▪ — [699, 748, 827, 785]
section-subheading: VESSEL COULD NOT RIDE A SEA. — [437, 320, 540, 328]
body-text-filler: ▪▪▪▪▪▪▪▪▪▪ ▪▪▪▪▪ ▪▪▪▪▪▪▪▪▪▪ ▪▪▪▪▪ ▪▪▪▪▪▪▪▪ ▪▪▪▪▪▪ ▪▪▪▪▪▪▪ ▪▪▪▪▪▪▪ ▪▪▪▪▪▪ ▪▪▪▪▪ ▪▪▪▪▪▪▪▪▪▪ ▪▪▪▪▪▪ ▪▪▪▪▪▪▪ ▪▪▪▪▪▪▪ ▪▪▪▪▪▪▪▪▪▪▪ ▪▪▪▪▪ ▪▪▪▪▪▪▪ ▪▪▪▪▪▪▪ ▪▪▪▪▪▪▪ ▪▪▪▪▪▪▪▪ ▪▪▪▪▪▪▪ ▪▪▪▪▪▪ ▪▪▪▪▪▪▪ ▪▪▪▪▪▪▪▪▪▪ ▪▪▪▪▪▪▪▪▪ ▪▪▪▪▪▪ ▪▪▪▪▪▪ ▪▪▪▪▪▪▪▪▪▪▪ ▪▪▪▪▪▪▪ ▪▪▪▪▪▪▪▪▪ ▪▪▪▪▪▪▪ ▪▪▪▪▪▪▪▪▪▪▪ ▪▪▪▪▪▪▪▪▪▪▪ ▪▪▪▪▪▪▪▪▪▪ ▪▪▪▪▪▪▪ ▪▪▪▪▪▪▪▪▪▪▪ ▪▪▪▪▪▪▪▪▪▪▪ ▪▪▪▪▪▪▪▪▪ ▪▪▪▪▪▪▪▪▪ ▪▪▪▪▪▪▪▪ ▪▪▪▪▪▪▪ ▪▪▪▪▪▪ ▪▪▪▪▪▪▪ ▪▪▪▪▪▪ ▪▪▪▪▪▪ ▪▪▪▪▪▪ ▪▪▪▪▪▪▪▪▪ ▪▪▪▪▪▪▪▪ ▪▪▪▪▪▪▪ ▪▪▪▪▪▪▪ ▪▪▪▪▪▪▪▪ ▪▪▪▪▪▪▪▪▪▪ ▪▪▪▪▪▪▪▪▪ ▪▪▪▪▪▪▪ ▪▪▪▪▪▪▪ ▪▪▪▪▪▪▪▪▪▪▪ ▪▪▪▪▪▪ ▪▪▪▪▪▪▪▪▪▪ ▪▪▪▪▪▪▪ ▪▪▪▪▪▪▪ ▪▪▪▪▪▪ ▪▪▪▪▪▪▪ ▪▪▪▪▪ ▪▪▪ ▪▪▪▪▪▪▪ ▪▪▪▪▪▪▪▪▪▪ ▪▪▪▪▪▪▪ ▪▪▪▪▪▪▪ ▪▪▪▪▪ ▪▪▪▪▪▪▪ ▪▪▪▪▪▪▪▪▪▪ ▪▪▪▪▪▪▪ ▪▪▪▪▪▪▪▪▪▪ ▪▪▪▪▪▪▪▪ ▪▪▪▪▪▪▪▪ ▪▪▪▪▪▪▪▪▪▪▪ ▪▪▪▪▪▪▪▪▪▪ ▪▪▪▪▪▪▪▪▪▪ ▪▪▪▪▪▪▪▪▪ ▪▪▪▪▪ ▪▪▪▪▪▪▪ ▪▪▪▪▪▪▪▪▪ ▪▪▪▪▪▪▪ ▪▪▪▪▪▪▪ ▪▪▪▪▪▪▪▪ ▪▪▪▪▪▪▪▪▪ ▪▪▪▪▪▪▪▪ ▪▪▪▪▪▪▪ ▪▪▪▪▪ ▪▪▪▪▪▪▪ ▪▪▪▪▪▪▪▪▪ ▪▪▪▪▪▪▪ ▪▪▪▪▪▪▪ ▪▪▪▪▪▪ ▪▪▪▪▪▪▪▪▪ ▪▪▪▪▪ ▪▪▪▪▪▪▪▪▪▪▪ ▪▪▪▪▪▪ ▪▪▪▪▪ ▪▪▪▪▪ ▪▪▪▪▪▪▪▪▪▪ ▪▪▪▪▪▪ ▪▪▪▪▪▪▪ ▪▪▪▪▪▪▪ ▪▪▪▪▪▪▪ ▪▪▪▪▪▪▪▪▪▪ ▪▪▪▪▪▪ ▪▪▪▪▪▪▪▪▪▪ ▪▪▪▪▪▪▪ ▪▪▪▪▪▪ ▪▪▪▪▪▪▪ ▪▪▪▪▪▪ ▪▪▪▪▪▪▪ ▪▪▪▪▪▪▪▪▪▪ ▪▪▪▪▪▪▪▪▪ ▪▪▪▪▪▪▪▪▪▪ ▪▪▪▪▪▪ ▪▪▪▪▪▪ ▪▪▪▪▪▪▪▪▪▪ ▪▪▪▪▪▪▪ ▪▪▪▪▪▪▪▪▪ ▪▪▪▪▪▪ ▪▪▪▪▪▪▪▪▪ ▪▪▪▪▪ ▪▪▪▪▪▪▪ ▪▪▪▪▪▪ ▪▪▪▪▪▪▪ ▪▪▪▪▪▪ ▪▪▪ ▪▪▪▪▪▪▪ ▪▪▪▪▪▪▪ ▪▪▪▪▪▪ ▪▪▪▪▪▪▪▪▪ ▪▪▪▪▪▪ ▪▪▪▪▪▪▪ ▪▪▪▪▪▪▪ ▪▪▪▪▪▪▪▪▪ ▪▪▪▪▪ ▪▪▪▪▪▪ ▪▪▪▪▪▪▪▪▪ ▪▪▪▪▪▪▪ ▪▪▪▪▪▪▪ ▪▪▪▪▪▪ — [974, 661, 1101, 814]
section-subheading: CONSTRUCTION TRAIN OVERWHELMED — [700, 80, 826, 87]
dateline: Received April 19, 10.6 a.m. — [452, 100, 525, 107]
section-subheading: WHOLESALE MURDER AND PILLAGE. — [292, 80, 410, 87]
body-text-filler: ▪▪▪▪▪▪▪ ▪▪▪▪▪▪▪ ▪▪▪▪▪▪▪▪▪ ▪▪▪▪▪▪▪ ▪▪▪▪▪ ▪▪▪▪▪▪ ▪▪▪▪▪ ▪▪▪▪▪ ▪▪▪▪▪▪▪▪▪ ▪▪▪▪▪ ▪▪▪ ▪▪▪▪▪▪ ▪▪▪▪▪▪▪▪▪ ▪▪▪▪▪▪ ▪▪▪▪▪▪▪▪▪ ▪▪▪▪▪▪▪ ▪▪▪▪▪▪▪ ▪▪▪▪▪▪ ▪▪▪▪▪▪ ▪▪▪▪▪▪▪▪▪▪ ▪▪▪▪▪ ▪▪▪▪▪ ▪▪▪▪▪▪ ▪▪▪▪▪▪▪▪▪▪ ▪▪▪▪▪▪▪ ▪▪▪▪▪▪▪▪▪ ▪▪▪▪▪▪▪ ▪▪▪▪▪▪▪ ▪▪▪ ▪▪▪▪▪▪▪ ▪▪▪▪▪▪ ▪▪▪▪▪▪▪ ▪▪▪▪▪▪▪▪ ▪▪▪ ▪▪▪ ▪▪▪▪▪▪▪ ▪▪▪▪▪▪▪ ▪▪▪▪▪▪▪▪▪▪▪ ▪▪▪▪▪▪▪ ▪▪▪▪▪▪▪▪▪ ▪▪▪▪▪▪▪ ▪▪▪▪▪ ▪▪▪▪▪▪▪▪▪▪▪ ▪▪▪▪▪▪▪▪ ▪▪▪▪▪▪ ▪▪▪▪▪▪ ▪▪▪▪▪▪▪▪▪ ▪▪▪▪▪▪▪▪ ▪▪▪▪▪▪▪▪▪ ▪▪▪▪▪▪▪ ▪▪▪▪▪▪▪ ▪▪▪▪▪▪ ▪▪▪▪▪ ▪▪▪▪▪ ▪▪▪▪▪▪▪▪▪ ▪▪▪▪▪▪▪ ▪▪▪▪▪▪ ▪▪▪▪▪▪▪▪▪▪ ▪▪▪▪▪▪ ▪▪▪▪▪ ▪▪▪▪▪▪▪ ▪▪▪▪▪ ▪▪▪▪▪▪▪ ▪▪▪▪▪▪▪ ▪▪▪▪▪▪▪ ▪▪▪▪▪▪▪▪▪▪ ▪▪▪▪▪▪▪ ▪▪▪▪▪▪▪▪ ▪▪▪▪▪▪▪ ▪▪▪▪▪▪▪▪▪ ▪▪▪ ▪▪▪▪▪▪▪▪▪ ▪▪▪▪▪▪▪ ▪▪▪▪▪▪▪▪▪▪ ▪▪▪▪▪▪ ▪▪▪▪▪ ▪▪▪▪▪▪ ▪▪▪▪▪▪▪▪▪ ▪▪▪▪▪▪ ▪▪▪▪▪▪▪▪▪▪▪ ▪▪▪▪▪▪▪▪▪ ▪▪▪▪▪▪▪ ▪▪▪▪▪▪▪▪▪▪ ▪▪▪▪▪▪▪▪▪ ▪▪▪▪▪▪ ▪▪▪▪▪▪▪ ▪▪▪▪▪▪▪▪▪ ▪▪▪▪▪▪▪ ▪▪▪▪▪▪▪ ▪▪▪▪▪▪▪▪▪ ▪▪▪▪▪▪▪ ▪▪▪▪▪▪▪ ▪▪▪▪▪▪▪ ▪▪▪▪▪ ▪▪▪▪▪▪ ▪▪▪▪▪▪▪▪▪▪ ▪▪▪▪▪ ▪▪▪▪▪▪▪▪▪ ▪▪▪▪▪▪▪▪▪ ▪▪▪▪▪▪▪ ▪▪▪▪▪▪▪▪▪ ▪▪▪▪▪▪ ▪▪▪▪▪▪▪▪ ▪▪▪▪▪▪ ▪▪▪▪▪▪▪▪ ▪▪▪▪▪▪▪▪▪▪ ▪▪▪▪▪▪ ▪▪▪▪▪▪▪▪▪▪▪ ▪▪▪▪▪▪▪▪▪ ▪▪▪▪▪ ▪▪▪▪▪▪ ▪▪▪▪▪▪▪▪▪▪ ▪▪▪▪▪▪▪ ▪▪▪▪▪▪▪ ▪▪▪▪▪▪ ▪▪▪▪▪▪ ▪▪▪▪▪▪▪▪▪ ▪▪▪▪▪▪▪▪ ▪▪▪▪▪▪▪ ▪▪▪▪▪▪▪ ▪▪▪▪▪▪▪▪▪ ▪▪▪▪▪▪ ▪▪▪▪▪▪▪▪▪▪▪ ▪▪▪▪▪▪▪▪▪ ▪▪▪▪▪ ▪▪▪▪▪▪▪▪▪ ▪▪▪▪▪ ▪▪▪▪▪▪▪ ▪▪▪▪▪▪▪ ▪▪▪▪▪▪▪▪▪ ▪▪▪▪▪▪▪ ▪▪▪▪▪▪ ▪▪▪▪▪▪▪▪▪ ▪▪▪▪▪▪▪▪▪▪▪ ▪▪▪▪▪▪▪ ▪▪▪▪▪▪▪ ▪▪▪▪▪▪ ▪▪▪▪▪▪ ▪▪▪▪▪▪ ▪▪▪▪▪▪▪▪▪▪ ▪▪▪▪▪▪▪▪▪▪ ▪▪▪▪▪▪▪▪▪ ▪▪▪▪▪▪▪▪ ▪▪▪▪▪▪▪ ▪▪▪▪▪ ▪▪▪▪▪▪ ▪▪▪▪▪▪▪▪ ▪▪▪▪▪ ▪▪▪▪▪▪▪▪▪▪ ▪▪▪▪▪▪▪ ▪▪▪▪▪▪▪▪▪▪ ▪▪▪▪▪▪▪▪▪ ▪▪▪▪▪▪▪ ▪▪▪▪▪▪▪▪▪ ▪▪▪▪▪▪▪▪ ▪▪▪▪▪▪ ▪▪▪▪▪▪▪▪▪ ▪▪▪▪▪ ▪▪▪▪▪▪▪ ▪▪▪▪▪▪▪ ▪▪▪▪▪▪▪▪▪▪▪ ▪▪▪▪▪▪▪▪▪▪ ▪▪▪ ▪▪▪▪▪▪ ▪▪▪▪▪▪▪ ▪▪▪▪▪▪▪ ▪▪▪▪▪▪▪▪▪▪▪ ▪▪▪▪▪▪▪ ▪▪▪▪▪▪ ▪▪▪▪▪▪▪ ▪▪▪▪▪▪ ▪▪▪▪▪▪ ▪▪▪▪▪▪▪▪▪ ▪▪▪▪▪▪▪▪▪▪ ▪▪▪▪▪▪▪▪ ▪▪▪▪▪▪▪▪▪▪ ▪▪▪▪▪▪▪▪▪ ▪▪▪▪▪▪ ▪▪▪▪▪ ▪▪▪▪▪▪▪▪ ▪▪▪▪▪▪▪ ▪▪▪▪▪▪▪ ▪▪▪▪▪▪▪▪▪▪▪ ▪▪▪▪▪▪▪▪▪ ▪▪▪▪▪▪ ▪▪▪▪▪▪▪▪ ▪▪▪ ▪▪▪▪▪▪▪ ▪▪▪▪▪▪▪▪ ▪▪▪▪▪▪▪ ▪▪▪▪▪▪ ▪▪▪▪▪▪▪ ▪▪▪▪▪▪ ▪▪▪▪▪▪ ▪▪▪▪▪ ▪▪▪▪▪▪▪ ▪▪▪▪▪▪▪▪▪ ▪▪▪▪▪ ▪▪▪▪▪▪▪ ▪▪▪▪▪▪ ▪▪▪▪▪ ▪▪▪▪▪▪ ▪▪▪▪▪▪ ▪▪▪▪▪▪▪▪▪▪ ▪▪▪▪▪▪▪ ▪▪▪ ▪▪▪▪▪▪▪ ▪▪▪▪▪▪▪ ▪▪▪▪▪▪▪ ▪▪▪▪▪▪ ▪▪▪▪▪▪▪ ▪▪▪▪▪▪ ▪▪▪▪▪▪▪▪▪▪▪ ▪▪▪▪▪▪ ▪▪▪▪▪▪▪ ▪▪▪▪▪▪▪▪▪ ▪▪▪▪▪▪▪▪▪ ▪▪▪▪▪ ▪▪▪▪▪▪▪ ▪▪▪▪▪▪ ▪▪▪▪▪▪▪▪ ▪▪▪▪▪▪ ▪▪▪▪▪▪▪▪▪▪ ▪▪▪▪▪▪▪▪▪▪ ▪▪▪▪▪▪▪▪▪▪ ▪▪▪▪▪▪ ▪▪▪▪▪▪▪ ▪▪▪▪▪ ▪▪▪▪▪▪▪▪▪ ▪▪▪ ▪▪▪▪▪ ▪▪▪▪▪▪ ▪▪▪▪▪▪▪▪▪▪ ▪▪▪▪▪▪▪ ▪▪▪▪▪ ▪▪▪▪▪▪▪ ▪▪▪▪▪▪▪▪▪ ▪▪▪▪▪ ▪▪▪▪▪▪▪▪ ▪▪▪▪▪▪▪ ▪▪▪▪▪▪▪▪▪ ▪▪▪▪▪▪▪▪▪ ▪▪▪▪▪▪▪▪▪ ▪▪▪▪▪ ▪▪▪▪▪▪▪ ▪▪▪▪▪▪▪ ▪▪▪▪▪▪ ▪▪▪▪▪▪▪▪ ▪▪▪▪▪▪▪▪▪ ▪▪▪▪▪▪▪ ▪▪▪▪▪▪▪▪▪▪▪ ▪▪▪▪▪▪ ▪▪▪▪▪▪▪▪▪▪ ▪▪▪▪▪ ▪▪▪▪▪▪▪▪▪ ▪▪▪▪▪▪ ▪▪▪▪▪▪▪▪▪ ▪▪▪▪▪▪▪ ▪▪▪▪▪▪▪ ▪▪▪▪▪▪▪▪▪▪ ▪▪▪▪▪▪▪ ▪▪▪▪▪▪▪ ▪▪▪▪▪▪▪ ▪▪▪▪▪▪▪ ▪▪▪▪▪▪▪▪▪ ▪▪▪▪▪▪▪▪ ▪▪▪▪▪▪ ▪▪▪▪▪▪▪▪ ▪▪▪▪▪▪▪▪ ▪▪▪▪▪▪▪ ▪▪▪▪▪▪▪ ▪▪▪▪▪▪ ▪▪▪▪▪▪▪ ▪▪▪▪▪▪▪▪▪ ▪▪▪▪▪▪▪▪▪▪ ▪▪▪▪▪▪▪▪▪ ▪▪▪▪▪▪▪ ▪▪▪▪▪▪▪ ▪▪▪▪▪▪▪ ▪▪▪▪▪ ▪▪▪▪▪▪ ▪▪▪▪▪▪▪ ▪▪▪▪▪▪▪ ▪▪▪▪▪▪▪▪▪ ▪▪▪▪▪▪▪▪▪▪ ▪▪▪▪▪▪▪▪▪ ▪▪▪▪▪▪▪▪▪ ▪▪▪▪▪ ▪▪▪▪▪▪ ▪▪▪▪▪▪ ▪▪▪▪▪▪▪ ▪▪▪▪▪ ▪▪▪▪▪▪ ▪▪▪▪▪▪▪ ▪▪▪▪▪▪▪▪▪ ▪▪▪▪▪▪ ▪▪▪▪▪▪▪▪▪ ▪▪▪▪▪▪▪▪▪ ▪▪▪▪▪▪▪▪▪ ▪▪▪▪▪▪ ▪▪▪▪▪▪ ▪▪▪▪▪▪▪ ▪▪▪▪▪▪▪▪ ▪▪▪▪▪▪▪▪▪ ▪▪▪▪▪▪▪ ▪▪▪▪▪ ▪▪▪▪▪▪▪ ▪▪▪▪▪▪▪▪ ▪▪▪▪▪▪▪▪▪ ▪▪▪▪▪ ▪▪▪▪▪▪▪ ▪▪▪▪▪▪▪▪ ▪▪▪▪▪▪▪▪▪▪ ▪▪▪▪▪▪▪ ▪▪▪▪▪▪▪ — [699, 168, 827, 496]
dateline-place: PARIS, April 18. — [466, 108, 510, 116]
dateline: Received April 19, 5.40 p.m. — [726, 100, 800, 107]
dateline: Received April 19, 10.33 a.m. — [313, 100, 389, 107]
body-text-filler: ▪▪▪▪▪▪▪ ▪▪▪▪▪▪▪▪▪ ▪▪▪▪▪▪ ▪▪▪▪▪▪▪ ▪▪▪▪▪▪▪ ▪▪▪▪▪▪▪▪ ▪▪▪▪▪▪ ▪▪▪▪▪▪▪▪▪ ▪▪▪▪▪▪▪ ▪▪▪▪▪▪▪ ▪▪▪▪▪▪▪▪▪▪▪ ▪▪▪ ▪▪▪▪▪▪▪▪ ▪▪▪▪▪▪▪ ▪▪▪▪▪▪▪ ▪▪▪▪▪▪▪▪ ▪▪▪ ▪▪▪▪▪ ▪▪▪▪▪▪▪ ▪▪▪▪▪▪▪▪▪ ▪▪▪▪▪▪▪▪▪ ▪▪▪▪▪▪▪▪▪ ▪▪▪▪▪▪▪ ▪▪▪▪▪ ▪▪▪▪▪▪▪ ▪▪▪▪▪▪▪▪▪ ▪▪▪▪▪▪ ▪▪▪▪▪▪▪▪ ▪▪▪▪▪▪▪ ▪▪▪▪▪▪ ▪▪▪▪▪▪ ▪▪▪▪▪▪▪ ▪▪▪▪▪▪▪▪ ▪▪▪▪▪▪ ▪▪▪▪▪▪▪▪▪ ▪▪▪▪▪▪▪▪▪ ▪▪▪▪▪▪▪▪▪ ▪▪▪▪▪▪ ▪▪▪▪▪▪ ▪▪▪▪▪▪▪▪▪ ▪▪▪▪▪▪▪ ▪▪▪▪▪▪▪▪▪ ▪▪▪▪▪▪▪▪▪ ▪▪▪▪▪▪▪ ▪▪▪▪▪ ▪▪▪▪▪▪▪▪▪▪ ▪▪▪▪▪▪▪ ▪▪▪▪▪ ▪▪▪▪▪▪ ▪▪▪▪▪▪▪▪▪ ▪▪▪▪▪▪▪ ▪▪▪▪▪▪▪ ▪▪▪▪▪ ▪▪▪▪▪▪ ▪▪▪▪▪▪▪ ▪▪▪▪▪▪▪ ▪▪▪▪▪▪ — [562, 1215, 689, 1273]
body-text-filler: ▪▪▪▪▪▪▪▪▪ ▪▪▪▪▪▪▪ ▪▪▪▪▪▪ ▪▪▪▪▪ ▪▪▪▪▪▪▪ ▪▪▪▪▪ ▪▪▪▪▪▪▪ ▪▪▪▪▪▪▪▪▪ ▪▪▪▪▪ ▪▪▪▪▪▪▪▪▪▪ ▪▪▪▪▪▪▪ ▪▪▪▪▪▪▪ ▪▪▪▪▪▪▪ ▪▪▪▪▪ ▪▪▪▪▪▪▪▪▪ ▪▪▪▪▪▪▪ ▪▪▪▪▪ ▪▪▪▪▪▪▪▪ ▪▪▪▪▪▪ ▪▪▪▪▪▪▪▪▪▪ ▪▪▪▪▪▪▪ ▪▪▪▪▪▪ ▪▪▪▪▪▪▪ ▪▪▪▪▪▪▪▪ ▪▪▪▪▪▪▪▪▪ ▪▪▪▪▪▪▪ ▪▪▪▪▪▪ ▪▪▪▪▪▪▪▪▪▪ ▪▪▪▪▪▪▪▪▪▪ ▪▪▪▪▪▪▪ ▪▪▪▪▪▪ ▪▪▪▪▪▪▪ ▪▪▪▪▪▪▪▪▪ ▪▪▪▪▪▪▪ ▪▪▪▪▪▪ ▪▪▪▪▪ ▪▪▪▪▪▪▪▪▪ ▪▪▪▪▪▪ ▪▪▪▪▪▪▪▪▪ ▪▪▪▪▪▪▪ ▪▪▪▪▪▪▪▪ ▪▪▪▪▪▪▪▪▪ ▪▪▪▪▪▪ ▪▪▪▪▪▪▪▪ ▪▪▪▪▪▪▪▪▪ ▪▪▪▪▪▪▪ ▪▪▪▪▪▪▪▪▪▪▪ ▪▪▪ ▪▪▪▪▪▪▪ ▪▪▪▪▪▪ ▪▪▪▪▪▪▪▪ ▪▪▪▪▪▪ ▪▪▪▪▪▪▪▪▪ ▪▪▪▪▪▪ ▪▪▪▪▪▪ ▪▪▪ ▪▪▪▪▪ ▪▪▪▪▪▪▪▪▪▪▪ ▪▪▪▪▪▪ ▪▪▪▪▪▪ ▪▪▪▪▪▪▪ ▪▪▪▪▪▪▪ ▪▪▪▪▪▪▪▪▪ ▪▪▪▪▪▪▪▪▪▪ ▪▪▪▪▪▪▪▪ ▪▪▪▪▪ ▪▪▪▪▪▪▪▪ ▪▪▪▪▪▪▪▪▪ ▪▪▪▪▪▪▪▪▪▪ ▪▪▪▪▪▪▪▪▪▪ ▪▪▪▪▪▪ ▪▪▪▪▪▪▪ ▪▪▪▪▪▪▪ ▪▪▪▪▪▪▪▪▪▪ ▪▪▪▪▪▪ ▪▪▪▪▪▪ ▪▪▪▪▪ ▪▪▪▪▪▪▪▪▪ ▪▪▪▪▪▪▪ ▪▪▪▪▪ ▪▪▪▪▪▪ ▪▪▪▪▪▪▪▪▪ ▪▪▪▪▪▪▪▪▪▪▪ ▪▪▪▪▪▪▪▪ ▪▪▪▪▪▪▪ ▪▪▪▪▪▪▪▪▪ ▪▪▪▪▪▪ ▪▪▪▪▪▪ ▪▪▪▪▪▪▪▪▪ ▪▪▪ ▪▪▪▪▪▪▪ ▪▪▪▪▪▪▪ ▪▪▪ ▪▪▪▪▪▪▪▪▪ ▪▪▪▪▪▪▪▪▪▪ ▪▪▪▪▪▪ ▪▪▪▪▪▪ ▪▪▪▪▪▪ ▪▪▪▪▪▪▪▪ ▪▪▪▪▪▪▪▪▪▪▪ ▪▪▪▪▪▪▪▪▪▪ ▪▪▪▪▪▪▪▪▪ ▪▪▪▪▪▪▪▪▪ ▪▪▪▪▪▪▪▪▪▪ ▪▪▪▪▪▪▪▪▪ ▪▪▪▪▪▪▪ ▪▪▪▪▪▪▪▪▪▪ ▪▪▪▪▪ ▪▪▪▪▪▪▪ ▪▪▪▪▪▪▪ ▪▪▪▪▪▪▪▪▪▪▪ — [287, 926, 415, 1050]
section-subheading: SENSATIONAL DEVELOPMENTS LIKELY. — [838, 1031, 963, 1039]
dateline: Received April 19, 10. a.m. — [1003, 100, 1073, 107]
dateline: Received April 19, 9.45 p.m. — [177, 136, 250, 143]
body-text-filler: ▪▪▪▪▪▪▪▪ ▪▪▪▪▪▪▪ ▪▪▪▪▪ ▪▪▪▪▪▪▪ ▪▪▪▪▪▪▪ ▪▪▪▪▪▪ ▪▪▪▪▪▪ ▪▪▪▪▪▪▪ ▪▪▪▪▪ ▪▪▪▪▪▪▪ ▪▪▪▪▪▪▪ ▪▪▪▪▪▪▪ ▪▪▪▪▪▪▪▪ ▪▪▪▪▪▪▪▪ ▪▪▪▪▪▪ ▪▪▪▪▪▪▪▪▪▪ ▪▪▪▪▪▪▪▪▪ ▪▪▪▪▪▪ ▪▪▪▪▪▪▪ ▪▪▪▪▪▪▪ ▪▪▪▪▪▪▪ ▪▪▪▪▪▪▪▪▪▪ ▪▪▪▪▪▪▪▪▪ ▪▪▪▪▪▪ ▪▪▪▪▪▪▪▪▪▪ ▪▪▪▪▪▪▪▪ ▪▪▪▪▪▪▪ ▪▪▪▪▪▪▪▪ ▪▪▪▪▪ ▪▪▪▪▪▪▪▪▪ ▪▪▪▪▪ ▪▪▪▪▪▪▪▪▪ ▪▪▪ ▪▪▪▪▪▪▪ ▪▪▪▪▪▪▪ ▪▪▪▪▪▪▪ ▪▪▪▪▪▪▪▪▪ ▪▪▪▪▪▪▪ ▪▪▪▪▪▪▪ ▪▪▪▪▪ ▪▪▪▪▪▪▪▪▪ ▪▪▪▪▪▪▪ ▪▪▪▪▪▪▪▪ ▪▪▪▪▪▪▪▪▪ ▪▪▪▪▪ ▪▪▪▪▪▪ ▪▪▪▪▪▪ ▪▪▪▪▪▪▪▪▪▪ ▪▪▪▪▪▪▪ ▪▪▪▪▪▪▪ ▪▪▪▪▪▪▪▪ ▪▪▪▪▪▪▪▪▪ ▪▪▪▪▪▪ ▪▪▪▪▪▪▪ ▪▪▪▪▪▪ ▪▪▪▪▪▪ ▪▪▪▪▪▪▪▪▪▪▪ ▪▪▪▪▪▪ ▪▪▪▪▪ ▪▪▪▪▪▪▪▪▪▪▪ ▪▪▪▪▪▪▪ ▪▪▪▪▪▪ ▪▪▪▪▪▪▪▪▪ ▪▪▪▪▪▪▪▪▪▪ ▪▪▪▪▪▪▪ ▪▪▪▪▪▪▪ ▪▪▪▪▪ ▪▪▪▪▪▪▪▪▪ ▪▪▪▪▪▪▪▪▪▪ ▪▪▪▪▪▪▪▪▪▪▪ ▪▪▪▪▪▪▪▪▪ ▪▪▪▪▪▪▪▪▪▪▪ ▪▪▪▪▪▪▪▪▪ ▪▪▪▪▪▪▪ ▪▪▪▪▪▪▪▪ ▪▪▪ ▪▪▪▪▪▪▪▪▪▪▪ ▪▪▪▪▪▪▪▪▪▪ ▪▪▪▪▪▪▪ ▪▪▪▪▪▪▪▪▪ ▪▪▪▪▪▪▪ ▪▪▪▪▪▪▪▪▪▪ ▪▪▪▪▪▪▪▪▪▪ ▪▪▪▪▪▪▪▪ ▪▪▪▪▪▪ ▪▪▪▪▪▪ ▪▪▪▪▪▪▪ ▪▪▪▪▪▪▪ ▪▪▪▪▪▪▪▪▪▪▪ ▪▪▪▪▪▪▪ ▪▪▪▪▪▪ ▪▪▪▪▪▪▪▪▪▪ ▪▪▪▪▪▪▪▪▪ ▪▪▪▪▪▪▪ ▪▪▪▪▪▪ ▪▪▪▪▪▪▪ ▪▪▪▪▪▪▪ ▪▪▪▪▪▪▪▪ ▪▪▪▪▪▪▪▪▪ ▪▪▪▪▪▪▪ ▪▪▪▪▪▪▪▪▪ ▪▪▪▪▪▪ ▪▪▪▪▪▪ ▪▪▪▪▪▪▪▪▪▪ ▪▪▪▪▪▪ ▪▪▪▪▪▪▪▪▪▪ ▪▪▪▪▪▪ ▪▪▪▪▪▪▪ ▪▪▪▪▪▪▪▪▪▪ — [974, 303, 1101, 427]
column-4 — [420, 34, 557, 1552]
section-heading: EXCITED COMMONERS. — [563, 643, 689, 656]
section-subheading: GET A GOOD PIANO. — [44, 1161, 108, 1169]
body-text-filler: ▪▪▪▪▪▪▪ ▪▪▪▪▪ ▪▪▪▪▪▪▪▪▪ ▪▪▪▪▪ ▪▪▪▪▪▪▪ ▪▪▪▪▪▪▪ ▪▪▪▪▪▪ ▪▪▪▪▪▪▪▪▪ ▪▪▪▪▪ ▪▪▪▪▪▪▪ ▪▪▪▪▪▪▪ ▪▪▪▪▪▪▪ ▪▪▪▪▪▪▪ ▪▪▪▪▪▪▪ ▪▪▪▪▪ ▪▪▪▪▪▪▪▪▪▪ ▪▪▪ ▪▪▪▪▪ ▪▪▪▪▪▪▪ ▪▪▪▪▪ ▪▪▪▪▪▪▪ ▪▪▪▪▪▪▪▪ ▪▪▪▪▪▪▪ ▪▪▪▪▪▪▪▪▪ ▪▪▪▪▪▪ ▪▪▪▪▪▪▪▪▪▪▪ ▪▪▪▪▪▪▪▪ ▪▪▪▪▪▪▪ ▪▪▪▪▪▪ ▪▪▪▪▪▪▪▪▪ ▪▪▪▪▪▪▪▪▪ ▪▪▪▪▪▪▪▪▪▪ ▪▪▪▪▪▪▪▪▪ ▪▪▪ ▪▪▪▪▪▪▪▪ ▪▪▪▪▪▪ ▪▪▪▪▪▪▪ ▪▪▪▪▪▪▪ ▪▪▪▪▪ ▪▪▪▪▪▪▪▪▪ ▪▪▪▪▪▪▪▪▪▪▪ ▪▪▪▪▪▪▪▪▪▪ ▪▪▪▪▪▪▪ ▪▪▪▪▪▪▪▪▪ ▪▪▪▪▪▪▪ ▪▪▪ ▪▪▪▪▪▪ ▪▪▪▪▪ ▪▪▪▪▪▪▪ ▪▪▪▪▪▪▪▪▪ ▪▪▪▪▪▪ ▪▪▪▪▪▪▪▪▪▪ ▪▪▪▪▪▪ ▪▪▪▪▪▪▪ ▪▪▪▪▪▪ ▪▪▪▪▪▪▪ ▪▪▪▪▪▪ ▪▪▪▪▪▪▪ ▪▪▪▪▪▪▪▪ ▪▪▪▪▪▪▪ ▪▪▪▪▪▪▪▪▪▪▪ ▪▪▪▪▪▪▪ ▪▪▪▪▪▪▪ ▪▪▪▪▪▪▪▪▪▪▪ ▪▪▪▪▪▪▪ ▪▪▪▪▪▪▪ ▪▪▪▪▪▪ ▪▪▪▪▪ ▪▪▪▪▪▪▪▪▪ ▪▪▪▪▪▪▪▪▪ ▪▪▪▪▪▪▪ ▪▪▪▪▪▪▪ ▪▪▪▪▪▪▪ ▪▪▪▪▪▪▪ ▪▪▪▪▪▪ ▪▪▪▪▪▪▪▪▪▪ ▪▪▪▪▪▪▪▪▪▪▪ ▪▪▪▪▪▪▪ ▪▪▪▪▪▪ ▪▪▪▪▪▪▪ ▪▪▪ ▪▪▪▪▪▪▪▪▪ ▪▪▪▪▪▪ ▪▪▪▪▪▪ ▪▪▪▪▪▪ ▪▪▪▪▪▪ ▪▪▪▪▪▪▪▪ ▪▪▪▪▪▪ ▪▪▪▪▪▪▪▪▪ ▪▪▪▪▪▪ ▪▪▪▪▪▪▪▪▪▪ ▪▪▪ ▪▪▪▪▪▪▪▪▪ ▪▪▪▪▪▪▪▪▪ ▪▪▪▪▪▪▪ ▪▪▪▪▪▪▪▪▪ ▪▪▪▪▪▪▪▪▪▪ ▪▪▪▪▪▪▪▪▪▪▪ ▪▪▪▪▪▪▪▪▪ ▪▪▪▪▪▪▪▪▪▪▪ ▪▪▪▪▪▪▪▪▪ ▪▪▪▪▪▪▪▪▪ ▪▪▪▪▪▪▪▪ ▪▪▪▪▪▪▪▪▪ ▪▪▪▪▪▪ ▪▪▪▪▪▪▪ — [150, 695, 277, 811]
column-headline: AWFUL ATROCITIES. — [288, 38, 414, 76]
body-text-filler: ▪▪▪▪▪▪▪▪▪▪ ▪▪▪▪▪▪▪ ▪▪▪▪▪▪ ▪▪▪▪▪▪▪ ▪▪▪▪▪ ▪▪▪▪▪▪▪▪▪ ▪▪▪▪▪▪ ▪▪▪▪▪▪▪▪▪ ▪▪▪▪▪▪ ▪▪▪▪▪▪ ▪▪▪▪▪▪▪▪▪ ▪▪▪▪▪▪▪▪▪▪ ▪▪▪▪▪▪▪▪▪ ▪▪▪▪▪▪▪▪▪▪ ▪▪▪▪▪▪ ▪▪▪▪▪▪▪ ▪▪▪▪▪▪▪ ▪▪▪▪▪▪▪▪▪▪ ▪▪▪▪▪▪ ▪▪▪▪▪▪▪▪▪ ▪▪▪▪▪ ▪▪▪▪▪ ▪▪▪▪▪▪▪ ▪▪▪▪▪ ▪▪▪▪▪ ▪▪▪▪▪▪▪▪▪▪▪ ▪▪▪▪▪▪▪ ▪▪▪▪▪▪ ▪▪▪▪▪▪▪▪▪ ▪▪▪▪▪▪ ▪▪▪▪▪▪ ▪▪▪▪▪▪ ▪▪▪▪▪▪ ▪▪▪▪▪▪▪▪▪▪ ▪▪▪▪▪▪▪ ▪▪▪▪▪▪ ▪▪▪▪▪ ▪▪▪▪▪▪▪▪ ▪▪▪▪▪▪ ▪▪▪▪▪▪▪▪▪ ▪▪▪▪▪▪▪ ▪▪▪▪▪▪▪ ▪▪▪▪▪ ▪▪▪▪▪▪ ▪▪▪▪▪▪▪ ▪▪▪▪▪ ▪▪▪▪▪▪▪▪▪ ▪▪▪▪▪▪▪▪▪ ▪▪▪▪▪▪▪▪▪ ▪▪▪▪▪▪▪▪▪ ▪▪▪▪▪▪▪ ▪▪▪▪▪▪▪▪▪ ▪▪▪▪▪▪▪▪ ▪▪▪▪▪▪▪ ▪▪▪▪▪▪▪▪▪▪ ▪▪▪▪▪▪▪ ▪▪▪▪▪▪▪ ▪▪▪▪▪▪▪▪▪ ▪▪▪▪▪▪▪ ▪▪▪▪▪▪▪▪▪▪ ▪▪▪▪▪▪▪ ▪▪▪▪▪▪▪▪▪▪ ▪▪▪▪▪ ▪▪▪▪▪▪▪ ▪▪▪ ▪▪▪▪▪▪▪ ▪▪▪▪▪▪▪▪▪ ▪▪▪▪▪ ▪▪▪▪▪▪ ▪▪▪▪▪ ▪▪▪▪▪▪▪ ▪▪▪▪▪▪ ▪▪▪ ▪▪▪▪▪▪▪▪▪ ▪▪▪▪▪▪▪▪▪ ▪▪▪▪▪▪▪ ▪▪▪▪▪▪▪ ▪▪▪▪▪▪▪▪▪ ▪▪▪▪▪▪ ▪▪▪▪▪▪▪▪ ▪▪▪▪▪▪▪▪▪ ▪▪▪▪▪▪ ▪▪▪▪▪▪▪ ▪▪▪▪▪▪▪▪ ▪▪▪▪▪▪▪▪▪▪ ▪▪▪▪▪ ▪▪▪▪▪▪▪ ▪▪▪▪▪ ▪▪▪▪▪▪▪▪▪▪ ▪▪▪▪▪▪▪ ▪▪▪▪▪▪▪▪▪▪ ▪▪▪▪▪▪▪ ▪▪▪▪▪▪▪▪ ▪▪▪▪▪▪ ▪▪▪▪▪ ▪▪▪▪▪▪▪ ▪▪▪▪▪▪▪▪▪ ▪▪▪▪▪▪▪ ▪▪▪▪▪▪▪▪▪▪ ▪▪▪▪▪▪▪ ▪▪▪▪▪▪▪ ▪▪▪▪▪▪▪▪▪▪ ▪▪▪▪▪▪▪▪▪ ▪▪▪▪▪▪▪ ▪▪▪▪▪▪▪ ▪▪▪▪▪▪▪ ▪▪▪▪▪▪▪▪▪ ▪▪▪▪▪▪▪▪ ▪▪▪▪▪▪▪ ▪▪▪▪▪▪ ▪▪▪▪▪▪▪▪▪▪▪ ▪▪▪▪▪▪▪▪▪▪ ▪▪▪▪▪▪▪ ▪▪▪▪▪▪▪▪▪▪ ▪▪▪▪▪▪▪▪▪ ▪▪▪▪▪ ▪▪▪▪▪ ▪▪▪▪▪▪▪ ▪▪▪▪▪▪▪▪▪ ▪▪▪▪▪▪▪▪▪▪ ▪▪▪▪▪▪▪▪▪▪ ▪▪▪▪▪ ▪▪▪▪▪▪ ▪▪▪▪▪▪▪ ▪▪▪▪▪ ▪▪▪▪▪▪▪ ▪▪▪ ▪▪▪▪▪ ▪▪▪▪▪▪▪ ▪▪▪▪▪ ▪▪▪▪▪▪▪▪▪▪ ▪▪▪▪▪▪ ▪▪▪▪▪▪▪ ▪▪▪▪▪▪ ▪▪▪▪▪ ▪▪▪▪▪▪▪ ▪▪▪▪▪▪ ▪▪▪▪▪▪▪▪▪▪ ▪▪▪▪▪▪▪▪▪ ▪▪▪▪▪▪▪▪▪ ▪▪▪▪▪▪▪ ▪▪▪▪▪▪▪▪▪ ▪▪▪▪▪ ▪▪▪▪▪▪▪▪▪ ▪▪▪▪▪▪▪▪▪ ▪▪▪▪▪▪▪ ▪▪▪▪▪▪▪ ▪▪▪▪▪▪▪▪ ▪▪▪▪▪▪▪ ▪▪▪▪▪▪▪▪ ▪▪▪ ▪▪▪▪▪▪▪▪▪▪ ▪▪▪▪▪▪▪▪▪▪ ▪▪▪▪▪▪▪ ▪▪▪▪▪▪▪▪▪ ▪▪▪▪▪▪▪ ▪▪▪▪▪ ▪▪▪▪▪▪▪ ▪▪▪▪▪▪▪▪▪▪ ▪▪▪▪▪▪▪ ▪▪▪▪▪▪▪ ▪▪▪▪▪▪▪ ▪▪▪▪▪▪▪▪▪▪ ▪▪▪▪▪▪▪▪▪ ▪▪▪▪▪▪▪▪▪ ▪▪▪▪▪▪▪▪▪ ▪▪▪▪▪▪▪▪▪ ▪▪▪▪▪▪▪▪▪▪ ▪▪▪▪▪▪▪ ▪▪▪▪▪ ▪▪▪▪▪▪▪▪▪ ▪▪▪▪▪▪▪▪▪▪ ▪▪▪▪▪▪▪ ▪▪▪▪▪▪▪ ▪▪▪▪▪▪▪ ▪▪▪▪▪▪▪▪▪▪ ▪▪▪▪▪ ▪▪▪▪▪▪▪▪▪▪ ▪▪▪▪▪▪▪ ▪▪▪▪▪▪▪▪▪ ▪▪▪▪▪▪▪▪▪▪ ▪▪▪▪▪▪▪▪ — [562, 675, 689, 865]
section-heading: SIR GEORGE REID'S OPINION. — [837, 246, 963, 259]
body-text-filler: ▪▪▪▪▪▪▪▪▪▪ ▪▪▪▪▪▪▪▪▪ ▪▪▪▪▪▪▪▪▪ ▪▪▪▪▪▪ ▪▪▪▪▪▪▪ ▪▪▪▪▪▪ ▪▪▪▪▪▪ ▪▪▪▪▪▪▪▪▪ ▪▪▪▪▪▪ ▪▪▪▪▪▪▪ ▪▪▪▪▪▪ ▪▪▪▪▪▪▪▪▪ ▪▪▪▪▪▪▪ ▪▪▪▪▪▪▪▪▪ ▪▪▪▪▪▪▪▪▪ ▪▪▪▪▪▪ ▪▪▪▪▪ ▪▪▪▪▪▪ ▪▪▪▪▪▪▪ ▪▪▪▪▪▪▪ ▪▪▪▪▪▪▪▪▪▪ ▪▪▪▪▪ ▪▪▪▪▪▪▪▪▪▪▪ ▪▪▪▪▪▪▪▪▪ ▪▪▪▪▪▪▪▪ ▪▪▪▪▪▪▪ ▪▪▪▪▪▪▪▪▪▪▪ ▪▪▪▪▪▪▪▪▪▪▪ ▪▪▪▪▪▪▪▪▪ ▪▪▪▪▪▪▪ ▪▪▪▪▪▪▪▪ ▪▪▪▪▪▪▪▪▪▪ ▪▪▪▪▪▪▪▪▪▪ ▪▪▪▪▪▪▪▪▪▪▪ ▪▪▪▪▪▪▪▪▪ ▪▪▪▪▪▪▪ ▪▪▪▪▪▪▪▪▪ ▪▪▪▪▪▪▪▪ ▪▪▪ ▪▪▪▪▪▪▪ ▪▪▪▪▪▪▪ ▪▪▪▪▪ ▪▪▪▪▪▪▪▪▪ ▪▪▪▪▪▪ ▪▪▪▪▪ ▪▪▪▪▪▪▪▪▪▪ ▪▪▪▪▪▪▪▪▪▪▪ ▪▪▪▪▪▪▪ ▪▪▪▪▪▪▪ ▪▪▪▪▪▪▪▪▪ ▪▪▪▪▪▪ ▪▪▪▪▪▪▪ ▪▪▪▪▪▪ ▪▪▪▪▪▪▪ ▪▪▪ ▪▪▪▪▪▪▪ ▪▪▪▪▪▪▪ ▪▪▪▪▪▪▪ ▪▪▪▪▪▪▪ ▪▪▪▪▪▪▪ ▪▪▪▪▪▪ ▪▪▪▪▪▪▪ ▪▪▪▪▪▪▪ ▪▪▪▪▪▪▪ ▪▪▪▪▪ ▪▪▪▪▪ ▪▪▪▪▪▪▪ ▪▪▪▪▪▪▪ ▪▪▪▪▪▪▪ ▪▪▪▪▪▪▪ ▪▪▪▪▪▪▪▪▪ ▪▪▪▪▪▪ ▪▪▪ ▪▪▪▪▪▪▪ ▪▪▪▪▪▪▪ ▪▪▪▪▪▪▪▪ ▪▪▪▪▪▪▪ ▪▪▪▪▪▪▪▪▪▪▪ ▪▪▪▪▪▪ ▪▪▪▪▪▪▪▪▪▪▪ ▪▪▪▪▪▪ ▪▪▪▪▪▪▪▪▪ ▪▪▪▪▪▪▪ ▪▪▪▪▪▪ ▪▪▪▪▪▪▪ ▪▪▪▪▪▪▪ ▪▪▪▪▪ ▪▪▪▪▪ ▪▪▪▪▪▪▪ ▪▪▪▪▪ ▪▪▪▪▪▪▪▪▪ ▪▪▪▪▪▪▪ ▪▪▪▪▪▪▪▪▪ ▪▪▪▪▪▪▪▪▪ ▪▪▪▪▪▪▪ ▪▪▪▪▪▪ ▪▪▪▪▪▪▪▪▪▪▪ ▪▪▪▪▪▪ ▪▪▪▪▪▪▪ ▪▪▪▪▪▪▪▪▪▪▪ — [150, 915, 277, 1024]
section-subheading: MISS AMY MURPHY. — [457, 1020, 520, 1028]
section-subheading: MR FISHER SENT FOR. — [866, 130, 935, 138]
body-text-filler: ▪▪▪▪▪▪▪▪▪▪ ▪▪▪▪▪▪▪▪▪▪▪ ▪▪▪▪▪ ▪▪▪▪▪▪▪ ▪▪▪▪▪▪▪▪▪▪ ▪▪▪▪▪ ▪▪▪▪▪▪▪▪▪ ▪▪▪▪▪▪▪▪▪ ▪▪▪▪▪▪▪▪▪▪ ▪▪▪▪▪▪▪ ▪▪▪▪▪▪▪ ▪▪▪▪▪▪▪ ▪▪▪▪▪▪▪ ▪▪▪▪▪▪ ▪▪▪▪▪ ▪▪▪▪▪▪▪ ▪▪▪▪▪▪ ▪▪▪▪▪ ▪▪▪▪▪▪▪ ▪▪▪▪▪▪▪▪▪ ▪▪▪▪▪▪▪▪ ▪▪▪▪▪ ▪▪▪▪▪▪▪▪▪ ▪▪▪▪▪▪▪ ▪▪▪ ▪▪▪▪▪▪▪▪▪ ▪▪▪▪▪ ▪▪▪▪▪▪▪▪▪ ▪▪▪▪▪▪▪ ▪▪▪▪▪ ▪▪▪▪▪▪▪▪▪▪ ▪▪▪▪▪▪▪▪▪ ▪▪▪▪▪▪▪▪▪ ▪▪▪▪▪▪▪▪▪▪ ▪▪▪▪▪▪▪ ▪▪▪▪▪▪ ▪▪▪▪▪▪▪ ▪▪▪▪▪▪▪ ▪▪▪▪▪▪ ▪▪▪▪▪▪▪▪▪▪▪ ▪▪▪▪▪▪ ▪▪▪▪▪▪▪▪▪▪ ▪▪▪▪▪▪▪ ▪▪▪▪▪▪▪▪▪▪ ▪▪▪▪▪ ▪▪▪▪▪▪▪▪▪ ▪▪▪▪▪▪ ▪▪▪▪▪▪▪▪▪▪ ▪▪▪▪▪▪ ▪▪▪▪▪▪▪ ▪▪▪▪▪ ▪▪▪▪▪▪▪ ▪▪▪▪▪ ▪▪▪▪▪▪▪ ▪▪▪▪▪▪▪ ▪▪▪▪▪▪▪▪▪▪ ▪▪▪▪▪▪▪ ▪▪▪▪▪▪ ▪▪▪▪▪▪▪▪▪▪ ▪▪▪▪▪▪▪▪▪ ▪▪▪▪▪▪▪▪▪▪ ▪▪▪▪▪▪▪ ▪▪▪▪▪▪▪ ▪▪▪▪▪▪▪▪▪ ▪▪▪▪▪▪▪ ▪▪▪▪▪▪▪▪▪ ▪▪▪ ▪▪▪▪▪▪ ▪▪▪▪▪▪▪▪▪ ▪▪▪▪▪▪▪▪▪ ▪▪▪▪▪▪▪▪▪▪▪ ▪▪▪ ▪▪▪▪▪▪▪ ▪▪▪ ▪▪▪▪▪▪▪ ▪▪▪▪▪▪▪▪▪▪ ▪▪▪▪▪▪▪▪▪ ▪▪▪▪▪▪▪ ▪▪▪▪▪ ▪▪▪▪▪▪▪▪▪ ▪▪▪▪▪▪▪▪▪▪ ▪▪▪▪▪▪ ▪▪▪▪▪▪▪ ▪▪▪▪▪▪▪▪▪▪ ▪▪▪▪▪▪▪▪▪▪ ▪▪▪▪▪▪▪▪ ▪▪▪▪▪▪▪ ▪▪▪▪▪▪▪▪▪▪ ▪▪▪▪▪▪ ▪▪▪▪▪▪▪ ▪▪▪▪▪▪▪▪ ▪▪▪▪▪▪▪ ▪▪▪▪▪▪ ▪▪▪▪▪▪ ▪▪▪▪▪▪▪ ▪▪▪▪▪▪ ▪▪▪▪▪▪ ▪▪▪▪▪▪▪▪▪ ▪▪▪ ▪▪▪▪▪▪ ▪▪▪▪▪▪ ▪▪▪▪▪▪▪▪▪ ▪▪▪▪▪▪▪▪▪▪ ▪▪▪▪▪▪▪▪▪ ▪▪▪▪▪▪▪ ▪▪▪▪▪▪▪ ▪▪▪▪▪▪ ▪▪▪▪▪▪▪▪▪ ▪▪▪▪▪▪▪ ▪▪▪▪▪▪▪▪▪ ▪▪▪▪▪ ▪▪▪▪▪▪▪▪▪▪▪ ▪▪▪▪▪▪ ▪▪▪▪▪▪▪▪ ▪▪▪▪▪▪▪▪ ▪▪▪▪▪▪▪ ▪▪▪▪▪▪▪▪ ▪▪▪▪▪▪ ▪▪▪▪▪ ▪▪▪▪▪▪▪ ▪▪▪▪▪▪▪ ▪▪▪▪▪▪ ▪▪▪▪▪ ▪▪▪▪▪▪▪ ▪▪▪▪▪▪ ▪▪▪▪▪▪▪ ▪▪▪▪▪▪▪▪▪ ▪▪▪▪▪▪▪▪▪ — [150, 184, 277, 322]
column-8 — [970, 34, 1106, 1552]
section-heading: FOOTBALL. — [837, 715, 963, 728]
body-text-filler: ▪▪▪▪▪▪ ▪▪▪▪▪▪▪▪▪ ▪▪▪▪▪▪ ▪▪▪▪▪▪▪ ▪▪▪▪▪ ▪▪▪▪▪▪▪▪▪ ▪▪▪▪▪▪▪ ▪▪▪▪▪ ▪▪▪▪▪▪▪▪▪ ▪▪▪▪▪▪▪ ▪▪▪▪▪▪▪▪▪ ▪▪▪ ▪▪▪▪▪▪▪ ▪▪▪▪▪▪▪▪▪▪ ▪▪▪▪▪▪▪ ▪▪▪▪▪▪▪ ▪▪▪▪▪▪ ▪▪▪▪▪▪ ▪▪▪▪▪ ▪▪▪▪▪▪▪▪▪▪ ▪▪▪▪▪▪▪ ▪▪▪▪▪▪▪ ▪▪▪▪▪▪▪ ▪▪▪ ▪▪▪▪▪ ▪▪▪▪▪▪▪ ▪▪▪▪▪▪▪ ▪▪▪▪▪▪▪ ▪▪▪▪▪▪▪ ▪▪▪▪▪▪▪ ▪▪▪▪▪▪▪ ▪▪▪▪▪▪▪ ▪▪▪▪▪▪ ▪▪▪▪▪▪ ▪▪▪▪▪▪▪ ▪▪▪▪▪▪ ▪▪▪▪▪▪ ▪▪▪▪▪▪▪ ▪▪▪▪▪▪▪▪▪▪ ▪▪▪▪▪▪▪ ▪▪▪▪▪▪▪▪▪▪ ▪▪▪▪▪▪▪ — [562, 278, 689, 322]
section-subheading: A FRENCH SENSATION. — [452, 80, 524, 87]
column-headline: BRITISH POLITICS. — [563, 38, 689, 76]
column-headline: FEDERAL POLITICS. — [837, 38, 963, 76]
paragraph: A meeting of persons interested in the Hogg Testimonial Fund is to be held this evening in Mr R Brown's office. — [13, 100, 140, 121]
section-subheading: PRINCE OF WALES' DONATION. — [577, 1205, 674, 1213]
body-text-filler: ▪▪▪▪▪▪▪▪▪▪ ▪▪▪▪▪ ▪▪▪▪▪▪▪▪▪▪▪ ▪▪▪▪▪▪ ▪▪▪▪▪▪▪▪▪▪ ▪▪▪▪▪▪▪▪▪▪ ▪▪▪▪▪ ▪▪▪▪▪▪▪ ▪▪▪▪▪▪ ▪▪▪▪▪▪▪ ▪▪▪▪▪▪▪▪▪▪ ▪▪▪▪▪▪▪ ▪▪▪▪▪▪▪▪ ▪▪▪▪▪ ▪▪▪▪▪▪▪▪▪▪ ▪▪▪▪▪▪ ▪▪▪▪▪▪▪▪ ▪▪▪▪▪▪▪▪▪ ▪▪▪▪▪ ▪▪▪▪▪▪▪▪▪▪ ▪▪▪▪▪▪▪▪▪ ▪▪▪▪▪▪▪▪ ▪▪▪▪▪▪▪▪▪ ▪▪▪▪▪▪▪▪▪ ▪▪▪▪▪▪▪▪▪▪▪ ▪▪▪▪▪▪▪▪▪▪ ▪▪▪▪▪▪▪▪▪ ▪▪▪▪▪▪▪▪▪ ▪▪▪▪▪▪▪▪▪▪ ▪▪▪▪▪▪▪ ▪▪▪▪▪▪▪▪ ▪▪▪▪▪▪▪▪▪▪ ▪▪▪▪▪▪▪▪▪ ▪▪▪▪▪▪▪▪▪ ▪▪▪▪▪▪▪▪▪▪ ▪▪▪▪▪▪ ▪▪▪▪▪▪▪ ▪▪▪▪▪▪▪▪▪ ▪▪▪▪▪▪▪▪▪ ▪▪▪▪▪▪▪ ▪▪▪▪▪▪▪ ▪▪▪▪▪▪▪ ▪▪▪▪▪ ▪▪▪▪▪ ▪▪▪▪▪▪ ▪▪▪▪▪▪▪ ▪▪▪▪▪▪▪ ▪▪▪▪▪▪ ▪▪▪▪▪▪ ▪▪▪▪▪▪▪ ▪▪▪▪▪▪▪ ▪▪▪▪▪▪▪ ▪▪▪▪▪▪▪▪▪▪▪ ▪▪▪▪▪▪ ▪▪▪▪▪▪▪ ▪▪▪▪▪ ▪▪▪▪▪▪▪▪ ▪▪▪▪▪▪▪ ▪▪▪▪▪▪▪▪ ▪▪▪▪▪▪▪ ▪▪▪▪▪▪▪▪▪ ▪▪▪▪▪▪▪▪▪ ▪▪▪▪▪▪▪▪▪▪ ▪▪▪▪▪▪▪▪▪▪ ▪▪▪▪▪▪▪▪▪▪ ▪▪▪▪▪▪ ▪▪▪▪▪▪▪ ▪▪▪▪▪▪▪▪▪▪ ▪▪▪▪▪▪ ▪▪▪▪▪▪ ▪▪▪▪▪▪▪ ▪▪▪▪▪▪▪▪▪▪▪ ▪▪▪▪▪▪ ▪▪▪▪▪▪▪ ▪▪▪▪▪▪ ▪▪▪▪▪▪▪▪▪ ▪▪▪▪▪ ▪▪▪▪▪▪ ▪▪▪▪▪▪▪ ▪▪▪▪▪▪▪ ▪▪▪▪▪ ▪▪▪ ▪▪▪▪▪▪▪▪▪ ▪▪▪▪▪▪▪ ▪▪▪▪▪▪ ▪▪▪▪▪▪▪ ▪▪▪▪▪▪▪▪ ▪▪▪▪▪▪▪ ▪▪▪▪▪▪ ▪▪▪▪▪▪▪▪▪ ▪▪▪ ▪▪▪▪▪▪▪ ▪▪▪▪▪ ▪▪▪▪▪▪▪▪▪▪ ▪▪▪▪▪ ▪▪▪▪▪▪▪▪▪ ▪▪▪▪▪▪▪ ▪▪▪▪▪▪▪ ▪▪▪▪▪▪ ▪▪▪▪▪▪▪ ▪▪▪▪▪▪▪▪▪▪▪ ▪▪▪▪▪▪▪ ▪▪▪▪▪▪▪ ▪▪▪▪▪▪ ▪▪▪ ▪▪▪▪▪▪▪▪▪ ▪▪▪▪▪▪ ▪▪▪▪▪▪ ▪▪▪▪▪▪▪▪ ▪▪▪▪▪▪▪ ▪▪▪▪▪▪ ▪▪▪▪▪▪ ▪▪▪▪▪▪▪▪▪ ▪▪▪▪▪▪▪▪ ▪▪▪▪▪ ▪▪▪ ▪▪▪▪▪▪▪ ▪▪▪▪▪▪ ▪▪▪▪▪▪ ▪▪▪▪▪▪▪▪▪ ▪▪▪▪▪▪▪▪▪▪ ▪▪▪▪▪▪▪▪ ▪▪▪▪▪▪▪▪▪▪ ▪▪▪▪▪▪▪▪▪▪ ▪▪▪▪▪▪▪▪ ▪▪▪▪▪▪▪ ▪▪▪▪▪▪ ▪▪▪▪▪▪▪▪▪▪ ▪▪▪▪▪▪▪ ▪▪▪▪▪▪▪▪▪▪▪ ▪▪▪▪▪▪▪▪▪ ▪▪▪ ▪▪▪▪▪▪▪ ▪▪▪▪▪ ▪▪▪▪▪▪▪ ▪▪▪▪▪▪▪▪▪▪▪ ▪▪▪▪▪▪▪ ▪▪▪▪▪▪▪▪▪▪ ▪▪▪ ▪▪▪▪▪▪▪ ▪▪▪▪▪▪▪ ▪▪▪▪▪▪▪ ▪▪▪▪▪▪▪▪▪ ▪▪▪▪▪ ▪▪▪▪▪▪ ▪▪▪▪▪▪▪ ▪▪▪▪▪▪ ▪▪▪▪▪▪▪ ▪▪▪▪▪ ▪▪▪▪▪▪▪ ▪▪▪▪▪ ▪▪▪▪▪▪▪▪ ▪▪▪▪▪▪▪▪▪ ▪▪▪▪▪▪▪▪▪▪ ▪▪▪ ▪▪▪▪▪▪ ▪▪▪▪▪▪▪▪▪▪ ▪▪▪▪▪▪▪ ▪▪▪▪▪▪▪ ▪▪▪▪▪ ▪▪▪▪▪▪▪ ▪▪▪▪▪▪▪▪▪▪ ▪▪▪▪▪▪▪▪▪▪▪ ▪▪▪▪▪ ▪▪▪▪▪▪▪▪ ▪▪▪▪▪▪▪▪▪▪ ▪▪▪▪▪ ▪▪▪▪▪▪▪▪ ▪▪▪▪▪▪▪ ▪▪▪▪▪▪▪▪▪ ▪▪▪▪▪▪▪ ▪▪▪▪▪▪▪▪▪▪ ▪▪▪▪▪▪▪▪▪▪ ▪▪▪▪▪▪ ▪▪▪▪▪▪▪ ▪▪▪▪▪ ▪▪▪▪▪▪▪ ▪▪▪▪▪▪▪▪▪ ▪▪▪▪▪▪▪ ▪▪▪▪▪▪ ▪▪▪▪▪▪▪▪▪▪ ▪▪▪▪▪ ▪▪▪▪▪▪▪▪▪ ▪▪▪▪▪ ▪▪▪▪▪▪▪ ▪▪▪▪▪▪▪ ▪▪▪▪▪▪▪ ▪▪▪▪▪▪▪ ▪▪▪▪▪▪▪▪▪▪ ▪▪▪▪▪▪▪▪▪▪ ▪▪▪▪▪▪▪ ▪▪▪▪▪▪ ▪▪▪▪▪▪▪▪ ▪▪▪▪▪▪▪ ▪▪▪▪▪▪▪ ▪▪▪▪▪▪▪▪▪ ▪▪▪▪▪▪▪▪ ▪▪▪▪▪▪▪▪▪ ▪▪▪▪▪▪▪▪ ▪▪▪▪▪▪▪▪▪ ▪▪▪▪▪▪▪▪▪ ▪▪▪▪▪▪▪ ▪▪▪▪▪▪▪▪▪ ▪▪▪ ▪▪▪▪▪▪▪▪▪ ▪▪▪▪▪▪▪▪▪▪ ▪▪▪▪▪▪▪▪ ▪▪▪▪▪▪▪ ▪▪▪▪▪▪▪▪▪ ▪▪▪▪▪▪▪▪ ▪▪▪▪▪▪ ▪▪▪▪▪▪▪ ▪▪▪▪▪▪▪▪▪▪ ▪▪▪▪▪ ▪▪▪▪▪▪ ▪▪▪▪▪▪▪ ▪▪▪▪▪▪ ▪▪▪▪▪▪▪▪▪ ▪▪▪▪▪▪▪▪▪ ▪▪▪▪▪▪▪▪▪▪ ▪▪▪▪▪▪▪ ▪▪▪▪▪ ▪▪▪▪▪ ▪▪▪▪▪▪▪▪▪ ▪▪▪▪▪▪▪▪▪▪ ▪▪▪▪▪▪ ▪▪▪▪▪▪▪ ▪▪▪▪▪▪▪▪▪▪ ▪▪▪▪▪▪▪▪▪ ▪▪▪ ▪▪▪▪▪▪▪▪ ▪▪▪▪▪▪▪ ▪▪▪▪▪▪▪ ▪▪▪▪▪ ▪▪▪▪▪ ▪▪▪▪▪▪▪▪▪▪▪ ▪▪▪▪▪▪▪ ▪▪▪▪▪▪ ▪▪▪▪▪▪▪ ▪▪▪ ▪▪▪▪▪▪▪▪▪▪▪ ▪▪▪▪▪▪▪ ▪▪▪▪▪▪ ▪▪▪ ▪▪▪▪▪▪▪ ▪▪▪▪▪▪▪▪▪▪ ▪▪▪▪▪▪▪ ▪▪▪▪▪▪ ▪▪▪▪▪▪▪ ▪▪▪▪▪▪▪▪▪▪ ▪▪▪▪▪▪ ▪▪▪▪▪▪▪ ▪▪▪▪▪▪▪ ▪▪▪▪▪▪▪▪▪ ▪▪▪▪▪▪▪ ▪▪▪▪▪▪▪▪▪ ▪▪▪▪▪▪▪ ▪▪▪▪▪▪▪ ▪▪▪▪▪ ▪▪▪▪▪▪ ▪▪▪▪▪▪▪▪▪▪▪ ▪▪▪▪▪▪ ▪▪▪▪▪▪ ▪▪▪▪▪▪▪▪▪ ▪▪▪▪▪▪▪▪▪▪ ▪▪▪▪▪▪▪ ▪▪▪▪▪▪▪▪▪ ▪▪▪▪▪▪▪▪▪ ▪▪▪▪▪ ▪▪▪▪▪▪ ▪▪▪▪▪▪▪ ▪▪▪▪▪▪ ▪▪▪▪▪▪▪▪▪▪ ▪▪▪▪▪ ▪▪▪▪▪▪▪▪▪▪▪ ▪▪▪▪▪▪ ▪▪▪▪▪▪▪▪▪ ▪▪▪▪▪▪ ▪▪▪▪▪▪▪▪▪ ▪▪▪▪▪▪▪▪▪ ▪▪▪▪▪ ▪▪▪▪▪ ▪▪▪▪▪▪▪▪▪▪▪ ▪▪▪▪▪▪▪ ▪▪▪▪▪▪▪ ▪▪▪▪▪▪▪ ▪▪▪▪▪▪▪ ▪▪▪▪▪▪▪ — [13, 124, 140, 430]
section-heading: HORRIBLE TRAGEDY. — [837, 1007, 963, 1020]
section-heading: DANGERS OF THE SEA. — [975, 179, 1101, 192]
section-subheading: THREE TIDAL WAVES IN SUCCESSION. — [154, 90, 273, 97]
body-text-filler: ▪▪▪▪▪▪▪ ▪▪▪▪▪▪▪ ▪▪▪▪▪▪ ▪▪▪▪▪▪▪▪▪ ▪▪▪▪▪▪▪▪▪ ▪▪▪▪▪▪▪▪▪▪▪ ▪▪▪▪▪▪▪▪▪▪ ▪▪▪▪▪▪▪▪ ▪▪▪▪▪▪▪▪▪▪ ▪▪▪▪▪▪ ▪▪▪▪▪▪ ▪▪▪▪▪▪▪ ▪▪▪▪▪▪▪▪▪▪▪ ▪▪▪▪▪▪▪ ▪▪▪▪▪▪▪▪▪▪ ▪▪▪▪▪▪▪ ▪▪▪▪▪▪▪ ▪▪▪▪▪▪▪ ▪▪▪▪▪▪▪▪▪ ▪▪▪▪▪▪▪ ▪▪▪▪▪▪▪ ▪▪▪▪▪▪▪▪▪ ▪▪▪▪▪▪▪▪▪ ▪▪▪▪▪▪▪▪▪▪ ▪▪▪▪▪▪▪ ▪▪▪▪▪▪▪ ▪▪▪▪▪▪ ▪▪▪▪▪ ▪▪▪▪▪▪▪ ▪▪▪▪▪▪▪▪▪ ▪▪▪▪▪▪▪▪ ▪▪▪▪▪▪▪ ▪▪▪▪▪▪▪ ▪▪▪▪▪ ▪▪▪▪▪▪▪ ▪▪▪▪▪▪▪▪▪ ▪▪▪▪▪▪▪▪▪ ▪▪▪▪▪▪▪▪▪▪▪ ▪▪▪▪▪▪▪▪▪▪ ▪▪▪▪▪ ▪▪▪▪▪▪ ▪▪▪▪▪▪▪ ▪▪▪▪▪▪▪▪▪ ▪▪▪▪▪▪▪▪▪ ▪▪▪▪▪▪▪ ▪▪▪▪▪▪▪ ▪▪▪▪▪▪▪ ▪▪▪▪▪▪▪▪▪▪ ▪▪▪▪▪▪▪▪▪▪▪ ▪▪▪▪▪▪▪▪▪▪ ▪▪▪▪▪▪▪ ▪▪▪▪▪ ▪▪▪▪▪▪▪▪▪▪▪ ▪▪▪▪▪▪▪ ▪▪▪▪▪▪ ▪▪▪▪▪▪▪▪▪ ▪▪▪▪▪▪▪ ▪▪▪▪▪ ▪▪▪▪▪▪▪▪▪ ▪▪▪▪▪▪▪▪▪ ▪▪▪▪▪▪▪▪▪ ▪▪▪▪▪▪▪▪▪▪ ▪▪▪▪▪▪ ▪▪▪▪▪▪▪ ▪▪▪▪▪▪▪▪▪▪ ▪▪▪▪▪▪ ▪▪▪▪▪▪▪▪▪▪ ▪▪▪▪▪▪▪▪▪▪▪ ▪▪▪▪▪▪▪▪▪▪ ▪▪▪▪▪▪▪ ▪▪▪▪▪▪▪ ▪▪▪▪▪▪▪ ▪▪▪▪▪▪ ▪▪▪▪▪▪▪▪▪▪ ▪▪▪▪▪▪▪▪▪▪ ▪▪▪▪▪▪▪▪▪ ▪▪▪▪▪▪▪ ▪▪▪▪▪▪▪▪▪▪▪ ▪▪▪▪▪ ▪▪▪▪▪▪▪▪▪ ▪▪▪▪▪▪▪ ▪▪▪▪▪▪▪▪▪ ▪▪▪▪▪▪▪▪▪ ▪▪▪▪▪▪ ▪▪▪▪▪▪▪ ▪▪▪▪▪▪▪ ▪▪▪▪▪▪ ▪▪▪▪▪▪▪ ▪▪▪▪▪▪▪ ▪▪▪▪▪▪ ▪▪▪▪▪▪▪▪▪ ▪▪▪▪▪▪▪ ▪▪▪▪▪ ▪▪▪▪▪▪▪ ▪▪▪▪▪▪▪▪▪ ▪▪▪▪▪▪▪▪▪ ▪▪▪▪▪▪▪▪▪ ▪▪▪▪▪▪▪▪▪ ▪▪▪▪▪▪ ▪▪▪▪▪▪▪▪▪▪▪ ▪▪▪▪▪ ▪▪▪▪▪▪ ▪▪▪▪▪▪▪▪▪ ▪▪▪▪▪▪▪ ▪▪▪ ▪▪▪▪▪▪▪▪▪ ▪▪▪▪▪▪ ▪▪▪▪▪ ▪▪▪▪▪▪▪▪ ▪▪▪▪▪▪▪ ▪▪▪▪▪▪▪ ▪▪▪▪▪▪▪▪ ▪▪▪▪▪▪ ▪▪▪▪▪▪▪▪▪▪▪ ▪▪▪▪▪▪▪ ▪▪▪▪▪▪ ▪▪▪▪▪ ▪▪▪▪▪▪▪▪▪ ▪▪▪▪▪▪ ▪▪▪▪▪▪▪ ▪▪▪▪▪▪▪▪▪▪▪ ▪▪▪▪▪▪▪▪▪▪▪ ▪▪▪▪▪▪ ▪▪▪▪▪▪ ▪▪▪▪▪▪ ▪▪▪▪▪▪▪▪▪▪ ▪▪▪▪▪▪▪ ▪▪▪▪▪▪▪▪▪▪ ▪▪▪▪▪▪▪ ▪▪▪▪▪▪▪ ▪▪▪ ▪▪▪▪▪▪▪▪▪ ▪▪▪ ▪▪▪▪▪▪▪ ▪▪▪▪▪▪▪ ▪▪▪▪▪▪▪▪▪ ▪▪▪▪▪▪ ▪▪▪▪▪▪▪▪▪▪ ▪▪▪▪▪▪▪▪▪ ▪▪▪▪▪▪▪ ▪▪▪▪▪▪ ▪▪▪▪▪▪▪ ▪▪▪▪▪▪▪▪▪▪ ▪▪▪▪▪▪▪▪▪▪ ▪▪▪▪▪▪▪ ▪▪▪▪▪▪ ▪▪▪ ▪▪▪▪▪▪▪ ▪▪▪▪▪▪ ▪▪▪▪▪▪▪ ▪▪▪▪▪▪▪ ▪▪▪▪▪ ▪▪▪▪▪▪▪▪ ▪▪▪ ▪▪▪▪▪▪▪ ▪▪▪▪▪▪ ▪▪▪▪▪ ▪▪▪▪▪▪▪▪ ▪▪▪▪▪▪▪ ▪▪▪▪▪▪▪▪▪ ▪▪▪▪▪▪▪▪▪ ▪▪▪▪▪▪▪▪ ▪▪▪▪▪▪▪▪ ▪▪▪▪▪▪▪▪▪ ▪▪▪▪▪▪▪ ▪▪▪▪▪▪▪ ▪▪▪▪▪▪▪ ▪▪▪▪▪▪▪▪▪▪ ▪▪▪▪▪ ▪▪▪▪▪▪▪▪▪ ▪▪▪▪▪▪▪▪▪▪ ▪▪▪▪▪▪ ▪▪▪▪▪▪▪▪▪ ▪▪▪▪▪▪▪▪▪ ▪▪▪▪▪▪▪▪▪ ▪▪▪▪▪▪▪ ▪▪▪▪▪▪▪▪▪ ▪▪▪▪▪▪▪ — [287, 140, 415, 337]
section-heading: LABOUR TROUBLES. — [975, 927, 1101, 940]
section-subheading: SCRAMBLE FOR SHARES. — [586, 1025, 665, 1033]
body-text-filler: ▪▪▪▪▪▪▪▪▪▪ ▪▪▪▪▪▪▪▪ ▪▪▪▪▪▪ ▪▪▪▪▪▪▪ ▪▪▪▪▪▪▪▪▪▪ ▪▪▪ ▪▪▪▪▪▪ ▪▪▪▪▪▪▪▪▪▪ ▪▪▪▪▪▪▪ ▪▪▪▪▪▪ ▪▪▪▪▪▪▪▪▪▪▪ ▪▪▪▪▪▪ ▪▪▪▪▪ ▪▪▪▪▪▪▪▪▪ ▪▪▪▪▪ ▪▪▪▪▪▪▪▪▪ ▪▪▪▪▪▪▪▪▪▪ ▪▪▪▪▪▪▪▪▪ ▪▪▪▪▪▪▪ ▪▪▪▪▪▪▪▪▪▪ ▪▪▪▪▪▪▪ ▪▪▪ ▪▪▪▪▪▪▪▪▪ ▪▪▪▪▪▪▪▪ ▪▪▪▪▪▪▪▪ ▪▪▪▪▪▪▪▪▪ ▪▪▪▪▪▪▪ ▪▪▪▪▪▪▪ ▪▪▪▪▪▪ ▪▪▪▪▪▪ ▪▪▪▪▪▪▪▪▪▪ ▪▪▪▪▪▪▪▪▪▪ ▪▪▪▪▪▪▪ ▪▪▪▪▪▪ ▪▪▪▪▪▪▪▪ ▪▪▪▪▪▪▪▪▪▪▪ ▪▪▪▪▪▪▪ ▪▪▪▪▪▪ ▪▪▪▪▪ ▪▪▪▪▪▪▪▪ ▪▪▪▪▪▪▪ ▪▪▪▪▪▪▪▪▪ ▪▪▪▪▪▪▪▪▪ ▪▪▪▪▪ ▪▪▪▪▪▪▪▪▪ ▪▪▪▪▪▪▪▪ ▪▪▪▪▪▪▪▪▪ ▪▪▪▪▪▪▪▪▪ ▪▪▪▪▪▪▪▪▪ ▪▪▪▪▪▪▪▪▪ ▪▪▪▪▪▪▪▪▪▪ ▪▪▪▪▪▪▪▪▪ ▪▪▪▪▪▪▪▪▪ ▪▪▪▪▪▪▪▪▪ ▪▪▪▪▪▪▪ ▪▪▪▪▪ ▪▪▪▪▪▪ ▪▪▪ ▪▪▪▪▪▪▪ ▪▪▪▪▪▪▪ ▪▪▪▪▪▪▪▪▪ ▪▪▪▪▪ ▪▪▪▪▪▪▪ ▪▪▪▪▪▪▪▪ ▪▪▪▪▪▪▪▪▪▪▪ ▪▪▪▪▪▪▪▪▪ ▪▪▪▪▪▪ ▪▪▪ ▪▪▪▪▪▪ ▪▪▪▪▪▪▪▪▪ ▪▪▪▪▪▪▪▪▪ ▪▪▪▪▪▪▪ ▪▪▪▪▪▪▪▪ ▪▪▪ ▪▪▪▪▪▪ ▪▪▪▪▪ ▪▪▪ ▪▪▪▪▪ ▪▪▪▪▪▪▪▪▪ ▪▪▪▪▪▪▪▪▪▪ ▪▪▪▪▪▪ ▪▪▪▪▪▪▪▪▪ ▪▪▪▪▪▪▪▪▪ ▪▪▪▪▪▪ ▪▪▪▪▪▪▪▪▪▪ ▪▪▪▪▪▪▪ ▪▪▪▪▪▪▪▪▪▪ ▪▪▪▪▪▪▪▪▪ ▪▪▪▪▪▪▪▪▪▪ ▪▪▪▪▪▪▪▪▪▪ ▪▪▪▪▪▪▪▪▪▪ ▪▪▪▪▪▪▪▪ ▪▪▪▪▪▪▪▪ ▪▪▪▪▪▪ ▪▪▪▪▪▪▪▪▪▪ ▪▪▪▪▪▪ ▪▪▪ ▪▪▪▪▪▪ ▪▪▪▪▪▪▪▪ ▪▪▪▪▪▪▪ ▪▪▪▪▪▪▪▪ ▪▪▪▪▪▪▪ ▪▪▪▪▪▪▪▪▪ ▪▪▪▪▪▪▪ ▪▪▪▪▪▪ ▪▪▪▪▪▪▪▪▪▪ ▪▪▪▪▪▪▪ ▪▪▪▪▪▪▪▪▪▪▪ ▪▪▪▪▪▪▪▪▪▪ ▪▪▪ ▪▪▪ ▪▪▪▪▪▪▪▪▪▪ ▪▪▪▪▪▪▪ ▪▪▪▪▪▪ ▪▪▪▪▪▪▪ ▪▪▪▪▪ ▪▪▪ ▪▪▪▪▪▪▪▪▪ ▪▪▪▪▪▪▪▪▪ ▪▪▪▪▪ ▪▪▪▪▪▪▪ ▪▪▪▪▪▪▪▪▪ ▪▪▪ ▪▪▪▪▪▪▪▪▪▪ ▪▪▪▪▪▪▪▪▪ ▪▪▪▪▪▪▪▪ ▪▪▪▪▪▪▪▪▪▪ ▪▪▪▪▪▪▪ ▪▪▪▪▪▪▪▪▪▪ ▪▪▪▪▪▪▪▪ ▪▪▪▪▪▪▪▪ ▪▪▪▪▪▪▪ ▪▪▪▪▪▪▪▪▪▪ ▪▪▪▪▪▪ ▪▪▪▪▪▪ ▪▪▪▪▪▪ ▪▪▪▪▪ ▪▪▪▪▪▪▪▪▪▪ — [150, 1115, 277, 1261]
section-subheading: THE MEDITERRANEAN COMMAND. — [296, 1128, 406, 1136]
section-subheading: THE BUDGET. — [604, 80, 647, 87]
section-heading: GOLF. — [700, 1074, 826, 1087]
paragraph: The House was crowded when Mr Asquith stated that the House of Commons would be asked to sanction a Budget identical with that of 1909. — [562, 125, 689, 146]
body-text-filler: ▪▪▪▪▪ ▪▪▪▪▪▪▪▪▪ ▪▪▪▪▪▪▪ ▪▪▪▪▪ ▪▪▪▪▪▪▪▪▪▪ ▪▪▪▪▪▪▪▪▪ ▪▪▪▪▪▪▪▪ ▪▪▪▪▪▪▪▪▪▪▪ ▪▪▪▪▪▪▪▪▪ ▪▪▪ ▪▪▪▪▪▪▪ ▪▪▪▪▪▪▪▪▪▪▪ ▪▪▪▪▪▪▪ ▪▪▪ ▪▪▪▪▪▪▪▪ ▪▪▪▪▪▪ ▪▪▪▪▪ ▪▪▪▪▪ ▪▪▪▪▪▪▪▪▪▪▪ ▪▪▪ ▪▪▪▪▪▪▪▪ ▪▪▪▪▪▪▪ ▪▪▪▪▪▪ ▪▪▪▪▪▪▪▪▪ ▪▪▪▪▪▪▪ ▪▪▪▪▪▪▪ ▪▪▪▪▪▪▪ ▪▪▪▪▪▪▪ ▪▪▪▪▪▪▪ ▪▪▪▪▪▪▪ ▪▪▪▪▪▪▪▪▪▪▪ ▪▪▪▪▪▪▪▪ ▪▪▪▪▪▪▪▪▪▪ ▪▪▪▪▪▪▪▪▪ ▪▪▪▪▪▪▪▪▪ ▪▪▪▪▪▪▪▪▪ ▪▪▪▪▪▪▪▪▪▪ ▪▪▪▪▪▪▪▪▪ ▪▪▪▪▪▪▪▪▪▪ ▪▪▪▪▪▪ ▪▪▪▪▪ ▪▪▪▪▪▪ ▪▪▪▪▪▪▪▪▪ ▪▪▪▪▪▪ ▪▪▪▪▪ ▪▪▪▪▪▪ ▪▪▪▪▪▪▪▪▪▪ ▪▪▪▪▪▪▪▪▪ ▪▪▪▪▪ ▪▪▪▪▪▪ ▪▪▪▪▪▪▪ ▪▪▪▪▪ ▪▪▪▪▪▪▪▪▪ ▪▪▪▪▪▪ ▪▪▪▪▪▪▪ ▪▪▪▪▪▪ ▪▪▪▪▪▪ ▪▪▪▪▪▪ ▪▪▪▪▪▪▪ ▪▪▪▪▪▪▪▪▪▪▪ ▪▪▪ ▪▪▪▪▪▪▪ ▪▪▪▪▪▪▪▪▪ ▪▪▪▪▪ ▪▪▪▪▪▪ ▪▪▪▪▪▪▪ ▪▪▪▪▪ ▪▪▪▪▪▪ — [699, 948, 827, 1021]
section-heading: SECRETARY TO THE CUSTOMS. — [150, 419, 276, 432]
